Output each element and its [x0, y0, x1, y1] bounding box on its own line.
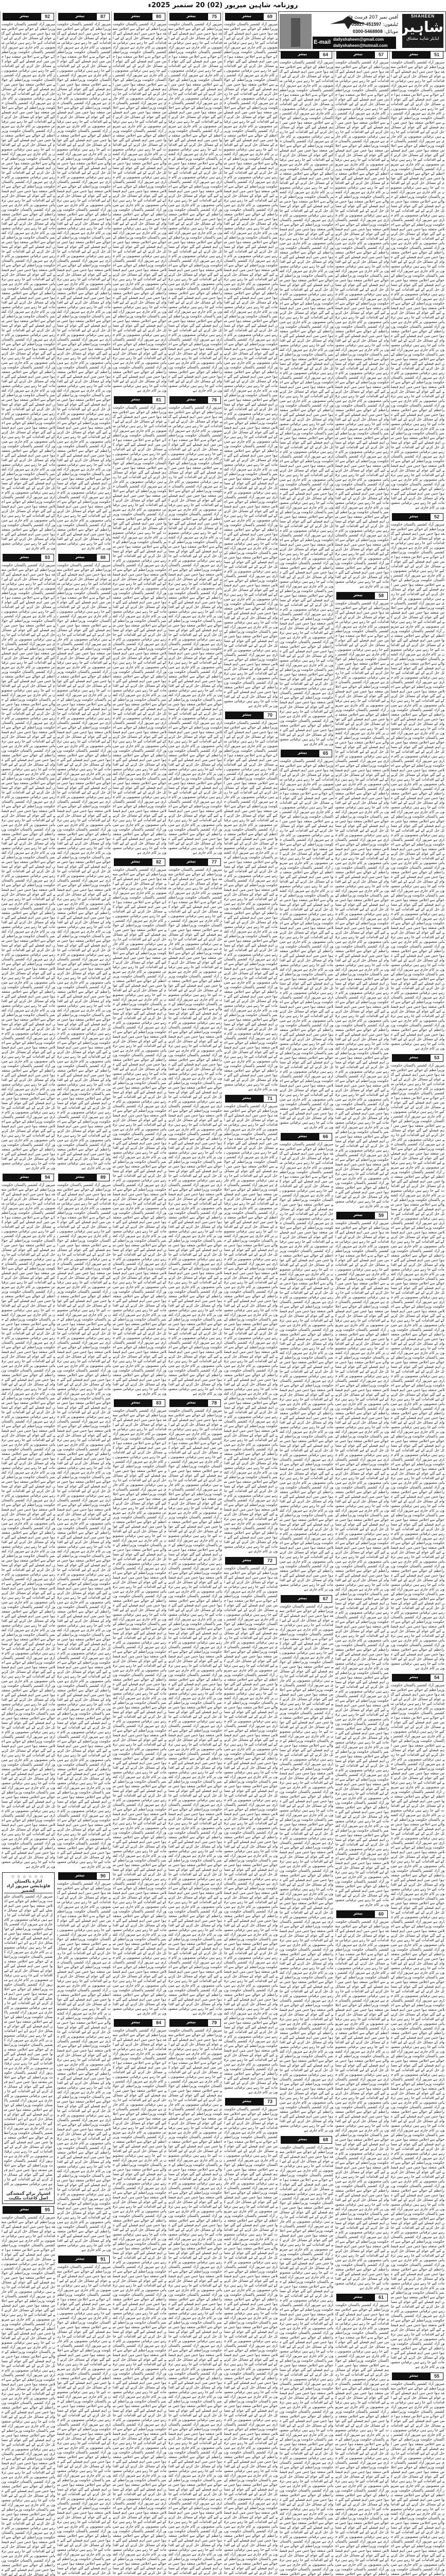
news-story — [280, 1133, 333, 1592]
story-number: 94 — [41, 1174, 54, 1181]
mobile-number: 0300-5468808 — [352, 29, 383, 34]
story-number-tag — [392, 1674, 443, 1682]
story-text: میرپور آزاد کشمیر پاکستان حکومت وزیراعظم کے حوالے سے اجلاس منعقد ہوا جس میں اہم فیصلے کیے گئے عوام کے مسائل حل کرنے کے لیے اقدامات کیے جا رہے ہیں ترقیاتی منصوبوں پر کام جاری ہے میرپور آزاد کشمیر پاکستان حکومت وزیراعظم کے حوالے سے اجلاس منعقد ہوا جس میں اہم فیصلے کیے گئے عوام کے مسائل حل کرنے کے لیے اقدامات کیے جا رہے ہیں ترقیاتی منصوبوں پر کام جاری ہے میرپور آزاد کشمیر پاکستان حکومت وزیراعظم کے حوالے سے اجلاس منعقد ہوا جس میں اہم فیصلے کیے گئے عوام کے مسائل حل کرنے کے لیے اقدامات کیے جا رہے ہیں ترقیاتی منصوبوں پر کام جاری ہے میرپور آزاد کشمیر پاکستان حکومت وزیراعظم کے حوالے سے اجلاس منعقد ہوا جس میں اہم فیصلے کیے گئے عوام کے مسائل حل کرنے کے لیے اقدامات کیے جا رہے ہیں ترقیاتی منصوبوں پر کام جاری ہے میرپور آزاد کشمیر پاکستان حکومت وزیراعظم کے حوالے سے اجلاس منعقد ہوا جس میں اہم فیصلے کیے گئے عوام کے مسائل حل کرنے کے لیے اقدامات کیے جا رہے ہیں ترقیاتی منصوبوں پر کام جاری ہے میرپور آزاد کشمیر پاکستان حکومت وزیراعظم کے حوالے سے اجلاس منعقد ہوا جس میں اہم فیصلے کیے گئے عوام کے مسائل حل کرنے کے لیے اقدامات کیے جا رہے ہیں ترقیاتی منصوبوں پر کام جاری ہے میرپور آزاد کشمیر پاکستان حکومت وزیراعظم کے حوالے سے اجلاس منعقد ہوا جس میں اہم فیصلے کیے گئے عوام کے مسائل حل کرنے کے لیے اقدامات کیے جا رہے ہیں ترقیاتی منصوبوں پر کام جاری ہے میرپور آزاد کشمیر پاکستان حکومت وزیراعظم کے حوالے سے اجلاس منعقد ہوا جس میں اہم فیصلے کیے گئے عوام کے مسائل حل کرنے کے لیے اقدامات کیے جا رہے ہیں ترقیاتی منصوبوں پر کام جاری ہے میرپور آزاد کشمیر پاکستان حکومت وزیراعظم کے حوالے سے اجلاس منعقد ہوا جس میں اہم فیصلے کیے گئے عوام کے مسائل حل کرنے کے لیے اقدامات کیے جا رہے ہیں ترقیاتی منصوبوں پر کام جاری ہے میرپور آزاد کشمیر پاکستان حکومت وزیراعظم کے حوالے سے اجلاس منعقد ہوا جس میں اہم فیصلے کیے گئے عوام کے مسائل حل کرنے کے لیے اقدامات کیے جا رہے ہیں ترقیاتی منصوبوں پر کام جاری ہے میرپور آزاد کشمیر پاکستان حکومت وزیراعظم کے حوالے سے اجلاس منعقد ہوا جس میں اہم فیصلے کیے گئے عوام کے مسائل حل کرنے کے لیے اقدامات کیے جا رہے ہیں ترقیاتی منصوبوں پر کام جاری ہے میرپور آزاد کشمیر پاکستان حکومت وزیراعظم کے حوالے سے اجلاس منعقد ہوا جس میں اہم فیصلے کیے گئے عوام کے مسائل حل کرنے کے لیے اقدامات کیے جا رہے ہیں ترقیاتی منصوبوں پر کام جاری ہے میرپور آزاد کشمیر پاکستان حکومت وزیراعظم کے حوالے سے اجلاس منعقد ہوا جس میں اہم فیصلے کیے گئے عوام کے مسائل حل کرنے کے لیے اقدامات کیے جا رہے ہیں ترقیاتی منصوبوں پر کام جاری ہے میرپور آزاد کشمیر پاکستان حکومت وزیراعظم کے حوالے سے اجلاس منعقد ہوا جس میں اہم فیصلے کیے گئے عوام کے مسائل حل کرنے کے لیے اقدامات کیے جا رہے ہیں ترقیاتی منصوبوں پر کام جاری ہے — [57, 1882, 111, 2252]
news-story — [224, 1557, 278, 2095]
news-story — [168, 858, 222, 1396]
story-number-tag — [114, 2019, 165, 2027]
story-number-tag — [169, 396, 221, 404]
story-text: میرپور آزاد کشمیر پاکستان حکومت وزیراعظم کے حوالے سے اجلاس منعقد ہوا جس میں اہم فیصلے کیے گئے عوام کے مسائل حل کرنے کے لیے اقدامات کیے جا رہے ہیں ترقیاتی منصوبوں پر کام جاری ہے میرپور آزاد کشمیر پاکستان حکومت وزیراعظم کے حوالے سے اجلاس منعقد ہوا جس میں اہم فیصلے کیے گئے عوام کے مسائل حل کرنے کے لیے اقدامات کیے جا رہے ہیں ترقیاتی منصوبوں پر کام جاری ہے میرپور آزاد کشمیر پاکستان حکومت وزیراعظم کے حوالے سے اجلاس منعقد ہوا جس میں اہم فیصلے کیے گئے عوام کے مسائل حل کرنے کے لیے اقدامات کیے جا رہے ہیں ترقیاتی منصوبوں پر کام جاری ہے میرپور آزاد کشمیر پاکستان حکومت وزیراعظم کے حوالے سے اجلاس منعقد ہوا جس میں اہم فیصلے کیے گئے عوام کے مسائل حل کرنے کے لیے اقدامات کیے جا رہے ہیں ترقیاتی منصوبوں پر کام جاری ہے میرپور آزاد کشمیر پاکستان حکومت وزیراعظم کے حوالے سے اجلاس منعقد ہوا جس میں اہم فیصلے کیے گئے عوام کے مسائل حل کرنے کے لیے اقدامات کیے جا رہے ہیں ترقیاتی منصوبوں پر کام جاری ہے میرپور آزاد کشمیر پاکستان حکومت وزیراعظم کے حوالے سے اجلاس منعقد ہوا جس میں اہم فیصلے کیے گئے عوام کے مسائل حل کرنے کے لیے اقدامات کیے جا رہے ہیں ترقیاتی منصوبوں پر کام جاری ہے میرپور آزاد کشمیر پاکستان حکومت وزیراعظم کے حوالے سے اجلاس منعقد ہوا جس میں اہم فیصلے کیے گئے عوام کے مسائل حل کرنے کے لیے اقدامات کیے جا رہے ہیں ترقیاتی منصوبوں پر کام جاری ہے میرپور آزاد کشمیر پاکستان حکومت وزیراعظم کے حوالے سے اجلاس منعقد ہوا جس میں اہم فیصلے کیے گئے عوام کے مسائل حل کرنے کے لیے اقدامات کیے جا رہے ہیں ترقیاتی منصوبوں پر کام جاری ہے میرپور آزاد کشمیر پاکستان حکومت وزیراعظم کے حوالے سے اجلاس منعقد ہوا جس میں اہم فیصلے کیے گئے عوام کے مسائل حل کرنے کے لیے اقدامات کیے جا رہے ہیں ترقیاتی منصوبوں پر کام جاری ہے میرپور آزاد کشمیر پاکستان حکومت وزیراعظم کے حوالے سے اجلاس منعقد ہوا جس میں اہم فیصلے کیے گئے عوام کے مسائل حل کرنے کے لیے اقدامات کیے جا رہے ہیں ترقیاتی منصوبوں پر کام جاری ہے میرپور آزاد کشمیر پاکستان حکومت وزیراعظم کے حوالے سے اجلاس منعقد ہوا جس میں اہم فیصلے کیے گئے عوام کے مسائل حل کرنے کے لیے اقدامات کیے جا رہے ہیں ترقیاتی منصوبوں پر کام جاری ہے میرپور آزاد کشمیر پاکستان حکومت وزیراعظم کے حوالے سے اجلاس منعقد ہوا جس میں اہم فیصلے کیے گئے عوام کے مسائل حل کرنے کے لیے اقدامات کیے جا رہے ہیں ترقیاتی منصوبوں پر کام جاری ہے میرپور آزاد کشمیر پاکستان حکومت وزیراعظم کے حوالے سے اجلاس منعقد ہوا جس میں اہم فیصلے کیے گئے عوام کے مسائل حل کرنے کے لیے اقدامات کیے جا رہے ہیں ترقیاتی منصوبوں پر کام جاری ہے میرپور آزاد کشمیر پاکستان حکومت وزیراعظم کے حوالے سے اجلاس منعقد ہوا جس میں اہم فیصلے کیے گئے عوام کے مسائل حل کرنے کے لیے اقدامات کیے جا رہے ہیں ترقیاتی منصوبوں پر کام جاری ہے میرپور آزاد کشمیر پاکستان حکومت وزیراعظم کے حوالے سے اجلاس منعقد ہوا جس میں اہم فیصلے کیے گئے عوام کے مسائل حل کرنے کے لیے اقدامات کیے جا رہے ہیں ترقیاتی منصوبوں پر کام جاری ہے میرپور آزاد کشمیر پاکستان حکومت وزیراعظم کے حوالے سے اجلاس منعقد ہوا جس میں اہم فیصلے کیے گئے عوام کے مسائل حل کرنے کے لیے اقدامات کیے جا رہے ہیں ترقیاتی منصوبوں پر کام جاری ہے میرپور آزاد کشمیر پاکستان حکومت وزیراعظم کے حوالے سے اجلاس منعقد ہوا جس میں اہم فیصلے کیے گئے عوام کے مسائل حل کرنے کے لیے اقدامات کیے جا رہے ہیں ترقیاتی منصوبوں پر کام جاری ہے میرپور آزاد کشمیر پاکستان حکومت وزیراعظم کے حوالے سے اجلاس منعقد ہوا جس میں اہم فیصلے کیے گئے عوام کے مسائل حل کرنے کے لیے اقدامات کیے جا رہے ہیں ترقیاتی منصوبوں پر کام جاری ہے میرپور آزاد کشمیر پاکستان حکومت وزیراعظم کے حوالے سے اجلاس منعقد ہوا جس میں اہم فیصلے کیے گئے عوام کے مسائل حل کرنے کے لیے اقدامات کیے جا رہے ہیں ترقیاتی منصوبوں پر کام جاری ہے میرپور آزاد کشمیر پاکستان حکومت وزیراعظم کے حوالے سے اجلاس منعقد ہوا جس میں اہم فیصلے کیے گئے عوام کے مسائل حل کرنے کے لیے اقدامات کیے جا رہے ہیں ترقیاتی منصوبوں پر کام جاری ہے میرپور آزاد کشمیر پاکستان حکومت وزیراعظم کے حوالے سے اجلاس منعقد ہوا جس میں اہم فیصلے کیے گئے عوام کے مسائل حل کرنے کے لیے اقدامات کیے جا رہے ہیں ترقیاتی منصوبوں پر کام جاری ہے میرپور آزاد کشمیر پاکستان حکومت وزیراعظم کے حوالے سے اجلاس منعقد ہوا جس میں اہم فیصلے کیے گئے عوام کے مسائل حل کرنے کے لیے اقدامات کیے جا رہے ہیں ترقیاتی منصوبوں پر کام جاری ہے میرپور آزاد کشمیر پاکستان حکومت وزیراعظم کے حوالے سے اجلاس منعقد ہوا جس میں اہم فیصلے کیے گئے عوام کے مسائل حل کرنے کے لیے اقدامات کیے جا رہے ہیں ترقیاتی منصوبوں پر کام جاری ہے — [57, 563, 111, 1170]
story-number: 93 — [41, 554, 54, 562]
story-number-tag — [58, 554, 110, 562]
email-2[interactable]: dailyshaheen@hotmail.com — [333, 43, 388, 48]
story-text: میرپور آزاد کشمیر پاکستان حکومت وزیراعظم کے حوالے سے اجلاس منعقد ہوا جس میں اہم فیصلے کیے گئے عوام کے مسائل حل کرنے کے لیے اقدامات کیے جا رہے ہیں ترقیاتی منصوبوں پر کام جاری ہے میرپور آزاد کشمیر پاکستان حکومت وزیراعظم کے حوالے سے اجلاس منعقد ہوا جس میں اہم فیصلے کیے گئے عوام کے مسائل حل کرنے کے لیے اقدامات کیے جا رہے ہیں ترقیاتی منصوبوں پر کام جاری ہے میرپور آزاد کشمیر پاکستان حکومت وزیراعظم کے حوالے سے اجلاس منعقد ہوا جس میں اہم فیصلے کیے گئے عوام کے مسائل حل کرنے کے لیے اقدامات کیے جا رہے ہیں ترقیاتی منصوبوں پر کام جاری ہے میرپور آزاد کشمیر پاکستان حکومت وزیراعظم کے حوالے سے اجلاس منعقد ہوا جس میں اہم فیصلے کیے گئے عوام کے مسائل حل کرنے کے لیے اقدامات کیے جا رہے ہیں ترقیاتی منصوبوں پر کام جاری ہے میرپور آزاد کشمیر پاکستان حکومت وزیراعظم کے حوالے سے اجلاس منعقد ہوا جس میں اہم فیصلے کیے گئے عوام کے مسائل حل کرنے کے لیے اقدامات کیے جا رہے ہیں ترقیاتی منصوبوں پر کام جاری ہے میرپور آزاد کشمیر پاکستان حکومت وزیراعظم کے حوالے سے اجلاس منعقد ہوا جس میں اہم فیصلے کیے گئے عوام کے مسائل حل کرنے کے لیے اقدامات کیے جا رہے ہیں ترقیاتی منصوبوں پر کام جاری ہے میرپور آزاد کشمیر پاکستان حکومت وزیراعظم کے حوالے سے اجلاس منعقد ہوا جس میں اہم فیصلے کیے گئے عوام کے مسائل حل کرنے کے لیے اقدامات کیے جا رہے ہیں ترقیاتی منصوبوں پر کام جاری ہے میرپور آزاد کشمیر پاکستان حکومت وزیراعظم کے حوالے سے اجلاس منعقد ہوا جس میں اہم فیصلے کیے گئے عوام کے مسائل حل کرنے کے لیے اقدامات کیے جا رہے ہیں ترقیاتی منصوبوں پر کام جاری ہے میرپور آزاد کشمیر پاکستان حکومت وزیراعظم کے حوالے سے اجلاس منعقد ہوا جس میں اہم فیصلے کیے گئے عوام کے مسائل حل کرنے کے لیے اقدامات کیے جا رہے ہیں ترقیاتی منصوبوں پر کام جاری ہے میرپور آزاد کشمیر پاکستان حکومت وزیراعظم کے حوالے سے اجلاس منعقد ہوا جس میں اہم فیصلے کیے گئے عوام کے مسائل حل کرنے کے لیے اقدامات کیے جا رہے ہیں ترقیاتی منصوبوں پر کام جاری ہے میرپور آزاد کشمیر پاکستان حکومت وزیراعظم کے حوالے سے اجلاس منعقد ہوا جس میں اہم فیصلے کیے گئے عوام کے مسائل حل کرنے کے لیے اقدامات کیے جا رہے ہیں ترقیاتی منصوبوں پر کام جاری ہے میرپور آزاد کشمیر پاکستان حکومت وزیراعظم کے حوالے سے اجلاس منعقد ہوا جس میں اہم فیصلے کیے گئے عوام کے مسائل حل کرنے کے لیے اقدامات کیے جا رہے ہیں ترقیاتی منصوبوں پر کام جاری ہے میرپور آزاد کشمیر پاکستان حکومت وزیراعظم کے حوالے سے اجلاس منعقد ہوا جس میں اہم فیصلے کیے گئے عوام کے مسائل حل کرنے کے لیے اقدامات کیے جا رہے ہیں ترقیاتی منصوبوں پر کام جاری ہے میرپور آزاد کشمیر پاکستان حکومت وزیراعظم کے حوالے سے اجلاس منعقد ہوا جس میں اہم فیصلے کیے گئے عوام کے مسائل حل کرنے کے لیے اقدامات کیے جا رہے ہیں ترقیاتی منصوبوں پر کام جاری ہے میرپور آزاد کشمیر پاکستان حکومت وزیراعظم کے حوالے سے اجلاس منعقد ہوا جس میں اہم فیصلے کیے گئے عوام کے مسائل حل کرنے کے لیے اقدامات کیے جا رہے ہیں ترقیاتی منصوبوں پر کام جاری ہے میرپور آزاد کشمیر پاکستان حکومت وزیراعظم کے حوالے سے اجلاس منعقد ہوا جس میں اہم فیصلے کیے گئے عوام کے مسائل حل کرنے کے لیے اقدامات کیے جا رہے ہیں ترقیاتی منصوبوں پر کام جاری ہے میرپور آزاد کشمیر پاکستان حکومت وزیراعظم کے حوالے سے اجلاس منعقد ہوا جس میں اہم فیصلے کیے گئے عوام کے مسائل حل کرنے کے لیے اقدامات کیے جا رہے ہیں ترقیاتی منصوبوں پر کام جاری ہے میرپور آزاد کشمیر پاکستان حکومت وزیراعظم کے حوالے سے اجلاس منعقد ہوا جس میں اہم فیصلے کیے گئے عوام کے مسائل حل کرنے کے لیے اقدامات کیے جا رہے ہیں ترقیاتی منصوبوں پر کام جاری ہے میرپور آزاد کشمیر پاکستان حکومت وزیراعظم کے حوالے سے اجلاس منعقد ہوا جس میں اہم فیصلے کیے گئے عوام کے مسائل حل کرنے کے لیے اقدامات کیے جا رہے ہیں ترقیاتی منصوبوں پر کام جاری ہے میرپور آزاد کشمیر پاکستان حکومت وزیراعظم کے حوالے سے اجلاس منعقد ہوا جس میں اہم فیصلے کیے گئے عوام کے مسائل حل کرنے کے لیے اقدامات کیے جا رہے ہیں ترقیاتی منصوبوں پر کام جاری ہے میرپور آزاد کشمیر پاکستان حکومت وزیراعظم کے حوالے سے اجلاس منعقد ہوا جس میں اہم فیصلے کیے گئے عوام کے مسائل حل کرنے کے لیے اقدامات کیے جا رہے ہیں ترقیاتی منصوبوں پر کام جاری ہے میرپور آزاد کشمیر پاکستان حکومت وزیراعظم کے حوالے سے اجلاس منعقد ہوا جس میں اہم فیصلے کیے گئے عوام کے مسائل حل کرنے کے لیے اقدامات کیے جا رہے ہیں ترقیاتی منصوبوں پر کام جاری ہے میرپور آزاد کشمیر پاکستان حکومت وزیراعظم کے حوالے سے اجلاس منعقد ہوا جس میں اہم فیصلے کیے گئے عوام کے مسائل حل کرنے کے لیے اقدامات کیے جا رہے ہیں ترقیاتی منصوبوں پر کام جاری ہے میرپور آزاد کشمیر پاکستان حکومت وزیراعظم کے حوالے سے اجلاس منعقد ہوا جس میں اہم فیصلے کیے گئے عوام کے مسائل حل کرنے کے لیے اقدامات کیے جا رہے ہیں ترقیاتی منصوبوں پر کام جاری ہے میرپور آزاد کشمیر پاکستان حکومت وزیراعظم کے حوالے سے اجلاس منعقد ہوا جس میں اہم فیصلے کیے گئے عوام کے مسائل حل کرنے کے لیے اقدامات کیے جا رہے ہیں ترقیاتی منصوبوں پر کام جاری ہے میرپور آزاد کشمیر پاکستان حکومت وزیراعظم کے حوالے سے اجلاس منعقد ہوا جس میں اہم فیصلے کیے گئے عوام کے مسائل حل کرنے کے لیے اقدامات کیے جا رہے ہیں ترقیاتی منصوبوں پر کام جاری ہے — [57, 1183, 111, 1869]
brand-logo — [396, 14, 443, 48]
news-story — [391, 1674, 444, 2369]
news-story — [113, 396, 166, 855]
story-text: میرپور آزاد کشمیر پاکستان حکومت وزیراعظم کے حوالے سے اجلاس منعقد ہوا جس میں اہم فیصلے کیے گئے عوام کے مسائل حل کرنے کے لیے اقدامات کیے جا رہے ہیں ترقیاتی منصوبوں پر کام جاری ہے میرپور آزاد کشمیر پاکستان حکومت وزیراعظم کے حوالے سے اجلاس منعقد ہوا جس میں اہم فیصلے کیے گئے عوام کے مسائل حل کرنے کے لیے اقدامات کیے جا رہے ہیں ترقیاتی منصوبوں پر کام جاری ہے میرپور آزاد کشمیر پاکستان حکومت وزیراعظم کے حوالے سے اجلاس منعقد ہوا جس میں اہم فیصلے کیے گئے عوام کے مسائل حل کرنے کے لیے اقدامات کیے جا رہے ہیں ترقیاتی منصوبوں پر کام جاری ہے میرپور آزاد کشمیر پاکستان حکومت وزیراعظم کے حوالے سے اجلاس منعقد ہوا جس میں اہم فیصلے کیے گئے عوام کے مسائل حل کرنے کے لیے اقدامات کیے جا رہے ہیں ترقیاتی منصوبوں پر کام جاری ہے میرپور آزاد کشمیر پاکستان حکومت وزیراعظم کے حوالے سے اجلاس منعقد ہوا جس میں اہم فیصلے کیے گئے عوام کے مسائل حل کرنے کے لیے اقدامات کیے جا رہے ہیں ترقیاتی منصوبوں پر کام جاری ہے میرپور آزاد کشمیر پاکستان حکومت وزیراعظم کے حوالے سے اجلاس منعقد ہوا جس میں اہم فیصلے کیے گئے عوام کے مسائل حل کرنے کے لیے اقدامات کیے جا رہے ہیں ترقیاتی منصوبوں پر کام جاری ہے میرپور آزاد کشمیر پاکستان حکومت وزیراعظم کے حوالے سے اجلاس منعقد ہوا جس میں اہم فیصلے کیے گئے عوام کے مسائل حل کرنے کے لیے اقدامات کیے جا رہے ہیں ترقیاتی منصوبوں پر کام جاری ہے میرپور آزاد کشمیر پاکستان حکومت وزیراعظم کے حوالے سے اجلاس منعقد ہوا جس میں اہم فیصلے کیے گئے عوام کے مسائل حل کرنے کے لیے اقدامات کیے جا رہے ہیں ترقیاتی منصوبوں پر کام جاری ہے میرپور آزاد کشمیر پاکستان حکومت وزیراعظم کے حوالے سے اجلاس منعقد ہوا جس میں اہم فیصلے کیے گئے عوام کے مسائل حل کرنے کے لیے اقدامات کیے جا رہے ہیں ترقیاتی منصوبوں پر کام جاری ہے میرپور آزاد کشمیر پاکستان حکومت وزیراعظم کے حوالے سے اجلاس منعقد ہوا جس میں اہم فیصلے کیے گئے عوام کے مسائل حل کرنے کے لیے اقدامات کیے جا رہے ہیں ترقیاتی منصوبوں پر کام جاری ہے میرپور آزاد کشمیر پاکستان حکومت وزیراعظم کے حوالے سے اجلاس منعقد ہوا جس میں اہم فیصلے کیے گئے عوام کے مسائل حل کرنے کے لیے اقدامات کیے جا رہے ہیں ترقیاتی منصوبوں پر کام جاری ہے میرپور آزاد کشمیر پاکستان حکومت وزیراعظم کے حوالے سے اجلاس منعقد ہوا جس میں اہم فیصلے کیے گئے عوام کے مسائل حل کرنے کے لیے اقدامات کیے جا رہے ہیں ترقیاتی منصوبوں پر کام جاری ہے میرپور آزاد کشمیر پاکستان حکومت وزیراعظم کے حوالے سے اجلاس منعقد ہوا جس میں اہم فیصلے کیے گئے عوام کے مسائل حل کرنے کے لیے اقدامات کیے جا رہے ہیں ترقیاتی منصوبوں پر کام جاری ہے میرپور آزاد کشمیر پاکستان حکومت وزیراعظم کے حوالے سے اجلاس منعقد ہوا جس میں اہم فیصلے کیے گئے عوام کے مسائل حل کرنے کے لیے اقدامات کیے جا رہے ہیں ترقیاتی منصوبوں پر کام جاری ہے — [335, 1920, 389, 2290]
story-text: میرپور آزاد کشمیر پاکستان حکومت وزیراعظم کے حوالے سے اجلاس منعقد ہوا جس میں اہم فیصلے کیے گئے عوام کے مسائل حل کرنے کے لیے اقدامات کیے جا رہے ہیں ترقیاتی منصوبوں پر کام جاری ہے میرپور آزاد کشمیر پاکستان حکومت وزیراعظم کے حوالے سے اجلاس منعقد ہوا جس میں اہم فیصلے کیے گئے عوام کے مسائل حل کرنے کے لیے اقدامات کیے جا رہے ہیں ترقیاتی منصوبوں پر کام جاری ہے میرپور آزاد کشمیر پاکستان حکومت وزیراعظم کے حوالے سے اجلاس منعقد ہوا جس میں اہم فیصلے کیے گئے عوام کے مسائل حل کرنے کے لیے اقدامات کیے جا رہے ہیں ترقیاتی منصوبوں پر کام جاری ہے میرپور آزاد کشمیر پاکستان حکومت وزیراعظم کے حوالے سے اجلاس منعقد ہوا جس میں اہم فیصلے کیے گئے عوام کے مسائل حل کرنے کے لیے اقدامات کیے جا رہے ہیں ترقیاتی منصوبوں پر کام جاری ہے میرپور آزاد کشمیر پاکستان حکومت وزیراعظم کے حوالے سے اجلاس منعقد ہوا جس میں اہم فیصلے کیے گئے عوام کے مسائل حل کرنے کے لیے اقدامات کیے جا رہے ہیں ترقیاتی منصوبوں پر کام جاری ہے میرپور آزاد کشمیر پاکستان حکومت وزیراعظم کے حوالے سے اجلاس منعقد ہوا جس میں اہم فیصلے کیے گئے عوام کے مسائل حل کرنے کے لیے اقدامات کیے جا رہے ہیں ترقیاتی منصوبوں پر کام جاری ہے میرپور آزاد کشمیر پاکستان حکومت وزیراعظم کے حوالے سے اجلاس منعقد ہوا جس میں اہم فیصلے کیے گئے عوام کے مسائل حل کرنے کے لیے اقدامات کیے جا رہے ہیں ترقیاتی منصوبوں پر کام جاری ہے میرپور آزاد کشمیر پاکستان حکومت وزیراعظم کے حوالے سے اجلاس منعقد ہوا جس میں اہم فیصلے کیے گئے عوام کے مسائل حل کرنے کے لیے اقدامات کیے جا رہے ہیں ترقیاتی منصوبوں پر کام جاری ہے میرپور آزاد کشمیر پاکستان حکومت وزیراعظم کے حوالے سے اجلاس منعقد ہوا جس میں اہم فیصلے کیے گئے عوام کے مسائل حل کرنے کے لیے اقدامات کیے جا رہے ہیں ترقیاتی منصوبوں پر کام جاری ہے میرپور آزاد کشمیر پاکستان حکومت وزیراعظم کے حوالے سے اجلاس منعقد ہوا جس میں اہم فیصلے کیے گئے عوام کے مسائل حل کرنے کے لیے اقدامات کیے جا رہے ہیں ترقیاتی منصوبوں پر کام جاری ہے میرپور آزاد کشمیر پاکستان حکومت وزیراعظم کے حوالے سے اجلاس منعقد ہوا جس میں اہم فیصلے کیے گئے عوام کے مسائل حل کرنے کے لیے اقدامات کیے جا رہے ہیں ترقیاتی منصوبوں پر کام جاری ہے میرپور آزاد کشمیر پاکستان حکومت وزیراعظم کے حوالے سے اجلاس منعقد ہوا جس میں اہم فیصلے کیے گئے عوام کے مسائل حل کرنے کے لیے اقدامات کیے جا رہے ہیں ترقیاتی منصوبوں پر کام جاری ہے میرپور آزاد کشمیر پاکستان حکومت وزیراعظم کے حوالے سے اجلاس منعقد ہوا جس میں اہم فیصلے کیے گئے عوام کے مسائل حل کرنے کے لیے اقدامات کیے جا رہے ہیں ترقیاتی منصوبوں پر کام جاری ہے میرپور آزاد کشمیر پاکستان حکومت وزیراعظم کے حوالے سے اجلاس منعقد ہوا جس میں اہم فیصلے کیے گئے عوام کے مسائل حل کرنے کے لیے اقدامات کیے جا رہے ہیں ترقیاتی منصوبوں پر کام جاری ہے میرپور آزاد کشمیر پاکستان حکومت وزیراعظم کے حوالے سے اجلاس منعقد ہوا جس میں اہم فیصلے کیے گئے عوام کے مسائل حل کرنے کے لیے اقدامات کیے جا رہے ہیں ترقیاتی منصوبوں پر کام جاری ہے میرپور آزاد کشمیر پاکستان حکومت وزیراعظم کے حوالے سے اجلاس منعقد ہوا جس میں اہم فیصلے کیے گئے عوام کے مسائل حل کرنے کے لیے اقدامات کیے جا رہے ہیں ترقیاتی منصوبوں پر کام جاری ہے میرپور آزاد کشمیر پاکستان حکومت وزیراعظم کے حوالے سے اجلاس منعقد ہوا جس میں اہم فیصلے کیے گئے عوام کے مسائل حل کرنے کے لیے اقدامات کیے جا رہے ہیں ترقیاتی منصوبوں پر کام جاری ہے میرپور آزاد کشمیر پاکستان حکومت وزیراعظم کے حوالے سے اجلاس منعقد ہوا جس میں اہم فیصلے کیے گئے عوام کے مسائل حل کرنے کے لیے اقدامات کیے جا رہے ہیں ترقیاتی منصوبوں پر کام جاری ہے میرپور آزاد کشمیر پاکستان حکومت وزیراعظم کے حوالے سے اجلاس منعقد ہوا جس میں اہم فیصلے کیے گئے عوام کے مسائل حل کرنے کے لیے اقدامات کیے جا رہے ہیں ترقیاتی منصوبوں پر کام جاری ہے میرپور آزاد کشمیر پاکستان حکومت وزیراعظم کے حوالے سے اجلاس منعقد ہوا جس میں اہم فیصلے کیے گئے عوام کے مسائل حل کرنے کے لیے اقدامات کیے جا رہے ہیں ترقیاتی منصوبوں پر کام جاری ہے میرپور آزاد کشمیر پاکستان حکومت وزیراعظم کے حوالے سے اجلاس منعقد ہوا جس میں اہم فیصلے کیے گئے عوام کے مسائل حل کرنے کے لیے اقدامات کیے جا رہے ہیں ترقیاتی منصوبوں پر کام جاری ہے میرپور آزاد کشمیر پاکستان حکومت وزیراعظم کے حوالے سے اجلاس منعقد ہوا جس میں اہم فیصلے کیے گئے عوام کے مسائل حل کرنے کے لیے اقدامات کیے جا رہے ہیں ترقیاتی منصوبوں پر کام جاری ہے میرپور آزاد کشمیر پاکستان حکومت وزیراعظم کے حوالے سے اجلاس منعقد ہوا جس میں اہم فیصلے کیے گئے عوام کے مسائل حل کرنے کے لیے اقدامات کیے جا رہے ہیں ترقیاتی منصوبوں پر کام جاری ہے — [2, 563, 55, 1170]
story-text: میرپور آزاد کشمیر پاکستان حکومت وزیراعظم کے حوالے سے اجلاس منعقد ہوا جس میں اہم فیصلے کیے گئے عوام کے مسائل حل کرنے کے لیے اقدامات کیے جا رہے ہیں ترقیاتی منصوبوں پر کام جاری ہے میرپور آزاد کشمیر پاکستان حکومت وزیراعظم کے حوالے سے اجلاس منعقد ہوا جس میں اہم فیصلے کیے گئے عوام کے مسائل حل کرنے کے لیے اقدامات کیے جا رہے ہیں ترقیاتی منصوبوں پر کام جاری ہے میرپور آزاد کشمیر پاکستان حکومت وزیراعظم کے حوالے سے اجلاس منعقد ہوا جس میں اہم فیصلے کیے گئے عوام کے مسائل حل کرنے کے لیے اقدامات کیے جا رہے ہیں ترقیاتی منصوبوں پر کام جاری ہے میرپور آزاد کشمیر پاکستان حکومت وزیراعظم کے حوالے سے اجلاس منعقد ہوا جس میں اہم فیصلے کیے گئے عوام کے مسائل حل کرنے کے لیے اقدامات کیے جا رہے ہیں ترقیاتی منصوبوں پر کام جاری ہے میرپور آزاد کشمیر پاکستان حکومت وزیراعظم کے حوالے سے اجلاس منعقد ہوا جس میں اہم فیصلے کیے گئے عوام کے مسائل حل کرنے کے لیے اقدامات کیے جا رہے ہیں ترقیاتی منصوبوں پر کام جاری ہے میرپور آزاد کشمیر پاکستان حکومت وزیراعظم کے حوالے سے اجلاس منعقد ہوا جس میں اہم فیصلے کیے گئے عوام کے مسائل حل کرنے کے لیے اقدامات کیے جا رہے ہیں ترقیاتی منصوبوں پر کام جاری ہے میرپور آزاد کشمیر پاکستان حکومت وزیراعظم کے حوالے سے اجلاس منعقد ہوا جس میں اہم فیصلے کیے گئے عوام کے مسائل حل کرنے کے لیے اقدامات کیے جا رہے ہیں ترقیاتی منصوبوں پر کام جاری ہے میرپور آزاد کشمیر پاکستان حکومت وزیراعظم کے حوالے سے اجلاس منعقد ہوا جس میں اہم فیصلے کیے گئے عوام کے مسائل حل کرنے کے لیے اقدامات کیے جا رہے ہیں ترقیاتی منصوبوں پر کام جاری ہے میرپور آزاد کشمیر پاکستان حکومت وزیراعظم کے حوالے سے اجلاس منعقد ہوا جس میں اہم فیصلے کیے گئے عوام کے مسائل حل کرنے کے لیے اقدامات کیے جا رہے ہیں ترقیاتی منصوبوں پر کام جاری ہے میرپور آزاد کشمیر پاکستان حکومت وزیراعظم کے حوالے سے اجلاس منعقد ہوا جس میں اہم فیصلے کیے گئے عوام کے مسائل حل کرنے کے لیے اقدامات کیے جا رہے ہیں ترقیاتی منصوبوں پر کام جاری ہے میرپور آزاد کشمیر پاکستان حکومت وزیراعظم کے حوالے سے اجلاس منعقد ہوا جس میں اہم فیصلے کیے گئے عوام کے مسائل حل کرنے کے لیے اقدامات کیے جا رہے ہیں ترقیاتی منصوبوں پر کام جاری ہے میرپور آزاد کشمیر پاکستان حکومت وزیراعظم کے حوالے سے اجلاس منعقد ہوا جس میں اہم فیصلے کیے گئے عوام کے مسائل حل کرنے کے لیے اقدامات کیے جا رہے ہیں ترقیاتی منصوبوں پر کام جاری ہے میرپور آزاد کشمیر پاکستان حکومت وزیراعظم کے حوالے سے اجلاس منعقد ہوا جس میں اہم فیصلے کیے گئے عوام کے مسائل حل کرنے کے لیے اقدامات کیے جا رہے ہیں ترقیاتی منصوبوں پر کام جاری ہے میرپور آزاد کشمیر پاکستان حکومت وزیراعظم کے حوالے سے اجلاس منعقد ہوا جس میں اہم فیصلے کیے گئے عوام کے مسائل حل کرنے کے لیے اقدامات کیے جا رہے ہیں ترقیاتی منصوبوں پر کام جاری ہے میرپور آزاد کشمیر پاکستان حکومت وزیراعظم کے حوالے سے اجلاس منعقد ہوا جس میں اہم فیصلے کیے گئے عوام کے مسائل حل کرنے کے لیے اقدامات کیے جا رہے ہیں ترقیاتی منصوبوں پر کام جاری ہے میرپور آزاد کشمیر پاکستان حکومت وزیراعظم کے حوالے سے اجلاس منعقد ہوا جس میں اہم فیصلے کیے گئے عوام کے مسائل حل کرنے کے لیے اقدامات کیے جا رہے ہیں ترقیاتی منصوبوں پر کام جاری ہے میرپور آزاد کشمیر پاکستان حکومت وزیراعظم کے حوالے سے اجلاس منعقد ہوا جس میں اہم فیصلے کیے گئے عوام کے مسائل حل کرنے کے لیے اقدامات کیے جا رہے ہیں ترقیاتی منصوبوں پر کام جاری ہے میرپور آزاد کشمیر پاکستان حکومت وزیراعظم کے حوالے سے اجلاس منعقد ہوا جس میں اہم فیصلے کیے گئے عوام کے مسائل حل کرنے کے لیے اقدامات کیے جا رہے ہیں ترقیاتی منصوبوں پر کام جاری ہے میرپور آزاد کشمیر پاکستان حکومت وزیراعظم کے حوالے سے اجلاس منعقد ہوا جس میں اہم فیصلے کیے گئے عوام کے مسائل حل کرنے کے لیے اقدامات کیے جا رہے ہیں ترقیاتی منصوبوں پر کام جاری ہے میرپور آزاد کشمیر پاکستان حکومت وزیراعظم کے حوالے سے اجلاس منعقد ہوا جس میں اہم فیصلے کیے گئے عوام کے مسائل حل کرنے کے لیے اقدامات کیے جا رہے ہیں ترقیاتی منصوبوں پر کام جاری ہے — [57, 22, 111, 550]
story-number: 81 — [152, 396, 165, 404]
story-number-tag — [169, 1399, 221, 1407]
notice-box — [2, 1872, 55, 2204]
story-text: میرپور آزاد کشمیر پاکستان حکومت وزیراعظم کے حوالے سے اجلاس منعقد ہوا جس میں اہم فیصلے کیے گئے عوام کے مسائل حل کرنے کے لیے اقدامات کیے جا رہے ہیں ترقیاتی منصوبوں پر کام جاری ہے میرپور آزاد کشمیر پاکستان حکومت وزیراعظم کے حوالے سے اجلاس منعقد ہوا جس میں اہم فیصلے کیے گئے عوام کے مسائل حل کرنے کے لیے اقدامات کیے جا رہے ہیں ترقیاتی منصوبوں پر کام جاری ہے میرپور آزاد کشمیر پاکستان حکومت وزیراعظم کے حوالے سے اجلاس منعقد ہوا جس میں اہم فیصلے کیے گئے عوام کے مسائل حل کرنے کے لیے اقدامات کیے جا رہے ہیں ترقیاتی منصوبوں پر کام جاری ہے میرپور آزاد کشمیر پاکستان حکومت وزیراعظم کے حوالے سے اجلاس منعقد ہوا جس میں اہم فیصلے کیے گئے عوام کے مسائل حل کرنے کے لیے اقدامات کیے جا رہے ہیں ترقیاتی منصوبوں پر کام جاری ہے میرپور آزاد کشمیر پاکستان حکومت وزیراعظم کے حوالے سے اجلاس منعقد ہوا جس میں اہم فیصلے کیے گئے عوام کے مسائل حل کرنے کے لیے اقدامات کیے جا رہے ہیں ترقیاتی منصوبوں پر کام جاری ہے میرپور آزاد کشمیر پاکستان حکومت وزیراعظم کے حوالے سے اجلاس منعقد ہوا جس میں اہم فیصلے کیے گئے عوام کے مسائل حل کرنے کے لیے اقدامات کیے جا رہے ہیں ترقیاتی منصوبوں پر کام جاری ہے میرپور آزاد کشمیر پاکستان حکومت وزیراعظم کے حوالے سے اجلاس منعقد ہوا جس میں اہم فیصلے کیے گئے عوام کے مسائل حل کرنے کے لیے اقدامات کیے جا رہے ہیں ترقیاتی منصوبوں پر کام جاری ہے میرپور آزاد کشمیر پاکستان حکومت وزیراعظم کے حوالے سے اجلاس منعقد ہوا جس میں اہم فیصلے کیے گئے عوام کے مسائل حل کرنے کے لیے اقدامات کیے جا رہے ہیں ترقیاتی منصوبوں پر کام جاری ہے میرپور آزاد کشمیر پاکستان حکومت وزیراعظم کے حوالے سے اجلاس منعقد ہوا جس میں اہم فیصلے کیے گئے عوام کے مسائل حل کرنے کے لیے اقدامات کیے جا رہے ہیں ترقیاتی منصوبوں پر کام جاری ہے میرپور آزاد کشمیر پاکستان حکومت وزیراعظم کے حوالے سے اجلاس منعقد ہوا جس میں اہم فیصلے کیے گئے عوام کے مسائل حل کرنے کے لیے اقدامات کیے جا رہے ہیں ترقیاتی منصوبوں پر کام جاری ہے میرپور آزاد کشمیر پاکستان حکومت وزیراعظم کے حوالے سے اجلاس منعقد ہوا جس میں اہم فیصلے کیے گئے عوام کے مسائل حل کرنے کے لیے اقدامات کیے جا رہے ہیں ترقیاتی منصوبوں پر کام جاری ہے میرپور آزاد کشمیر پاکستان حکومت وزیراعظم کے حوالے سے اجلاس منعقد ہوا جس میں اہم فیصلے کیے گئے عوام کے مسائل حل کرنے کے لیے اقدامات کیے جا رہے ہیں ترقیاتی منصوبوں پر کام جاری ہے میرپور آزاد کشمیر پاکستان حکومت وزیراعظم کے حوالے سے اجلاس منعقد ہوا جس میں اہم فیصلے کیے گئے عوام کے مسائل حل کرنے کے لیے اقدامات کیے جا رہے ہیں ترقیاتی منصوبوں پر کام جاری ہے میرپور آزاد کشمیر پاکستان حکومت وزیراعظم کے حوالے سے اجلاس منعقد ہوا جس میں اہم فیصلے کیے گئے عوام کے مسائل حل کرنے کے لیے اقدامات کیے جا رہے ہیں ترقیاتی منصوبوں پر کام جاری ہے میرپور آزاد کشمیر پاکستان حکومت وزیراعظم کے حوالے سے اجلاس منعقد ہوا جس میں اہم فیصلے کیے گئے عوام کے مسائل حل کرنے کے لیے اقدامات کیے جا رہے ہیں ترقیاتی منصوبوں پر کام جاری ہے میرپور آزاد کشمیر پاکستان حکومت وزیراعظم کے حوالے سے اجلاس منعقد ہوا جس میں اہم فیصلے کیے گئے عوام کے مسائل حل کرنے کے لیے اقدامات کیے جا رہے ہیں ترقیاتی منصوبوں پر کام جاری ہے میرپور آزاد کشمیر پاکستان حکومت وزیراعظم کے حوالے سے اجلاس منعقد ہوا جس میں اہم فیصلے کیے گئے عوام کے مسائل حل کرنے کے لیے اقدامات کیے جا رہے ہیں ترقیاتی منصوبوں پر کام جاری ہے — [391, 60, 444, 510]
news-column — [111, 11, 167, 2575]
brand-english: SHAHEEN — [410, 14, 435, 19]
story-text: میرپور آزاد کشمیر پاکستان حکومت وزیراعظم کے حوالے سے اجلاس منعقد ہوا جس میں اہم فیصلے کیے گئے عوام کے مسائل حل کرنے کے لیے اقدامات کیے جا رہے ہیں ترقیاتی منصوبوں پر کام جاری ہے میرپور آزاد کشمیر پاکستان حکومت وزیراعظم کے حوالے سے اجلاس منعقد ہوا جس میں اہم فیصلے کیے گئے عوام کے مسائل حل کرنے کے لیے اقدامات کیے جا رہے ہیں ترقیاتی منصوبوں پر کام جاری ہے میرپور آزاد کشمیر پاکستان حکومت وزیراعظم کے حوالے سے اجلاس منعقد ہوا جس میں اہم فیصلے کیے گئے عوام کے مسائل حل کرنے کے لیے اقدامات کیے جا رہے ہیں ترقیاتی منصوبوں پر کام جاری ہے میرپور آزاد کشمیر پاکستان حکومت وزیراعظم کے حوالے سے اجلاس منعقد ہوا جس میں اہم فیصلے کیے گئے عوام کے مسائل حل کرنے کے لیے اقدامات کیے جا رہے ہیں ترقیاتی منصوبوں پر کام جاری ہے میرپور آزاد کشمیر پاکستان حکومت وزیراعظم کے حوالے سے اجلاس منعقد ہوا جس میں اہم فیصلے کیے گئے عوام کے مسائل حل کرنے کے لیے اقدامات کیے جا رہے ہیں ترقیاتی منصوبوں پر کام جاری ہے میرپور آزاد کشمیر پاکستان حکومت وزیراعظم کے حوالے سے اجلاس منعقد ہوا جس میں اہم فیصلے کیے گئے عوام کے مسائل حل کرنے کے لیے اقدامات کیے جا رہے ہیں ترقیاتی منصوبوں پر کام جاری ہے میرپور آزاد کشمیر پاکستان حکومت وزیراعظم کے حوالے سے اجلاس منعقد ہوا جس میں اہم فیصلے کیے گئے عوام کے مسائل حل کرنے کے لیے اقدامات کیے جا رہے ہیں ترقیاتی منصوبوں پر کام جاری ہے میرپور آزاد کشمیر پاکستان حکومت وزیراعظم کے حوالے سے اجلاس منعقد — [391, 2382, 444, 2576]
story-number-tag — [336, 51, 388, 59]
story-text: میرپور آزاد کشمیر پاکستان حکومت وزیراعظم کے حوالے سے اجلاس منعقد ہوا جس میں اہم فیصلے کیے گئے عوام کے مسائل حل کرنے کے لیے اقدامات کیے جا رہے ہیں ترقیاتی منصوبوں پر کام جاری ہے میرپور آزاد کشمیر پاکستان حکومت وزیراعظم کے حوالے سے اجلاس منعقد ہوا جس میں اہم فیصلے کیے گئے عوام کے مسائل حل کرنے کے لیے اقدامات کیے جا رہے ہیں ترقیاتی منصوبوں پر کام جاری ہے میرپور آزاد کشمیر پاکستان حکومت وزیراعظم کے حوالے سے اجلاس منعقد ہوا جس میں اہم فیصلے کیے گئے عوام کے مسائل حل کرنے کے لیے اقدامات کیے جا رہے ہیں ترقیاتی منصوبوں پر کام جاری ہے میرپور آزاد کشمیر پاکستان حکومت وزیراعظم کے حوالے سے اجلاس منعقد ہوا جس میں اہم فیصلے کیے گئے عوام کے مسائل حل کرنے کے لیے اقدامات کیے جا رہے ہیں ترقیاتی منصوبوں پر کام جاری ہے میرپور آزاد کشمیر پاکستان حکومت وزیراعظم کے حوالے سے اجلاس منعقد ہوا جس میں اہم فیصلے کیے گئے عوام کے مسائل حل کرنے کے لیے اقدامات کیے جا رہے ہیں ترقیاتی منصوبوں پر کام جاری ہے میرپور آزاد کشمیر پاکستان حکومت وزیراعظم کے حوالے سے اجلاس منعقد ہوا جس میں اہم فیصلے کیے گئے عوام کے مسائل حل کرنے کے لیے اقدامات کیے جا رہے ہیں ترقیاتی منصوبوں پر کام جاری ہے میرپور آزاد کشمیر پاکستان حکومت وزیراعظم کے حوالے سے اجلاس منعقد ہوا جس میں اہم فیصلے کیے گئے عوام کے مسائل حل کرنے کے لیے اقدامات کیے جا رہے ہیں ترقیاتی منصوبوں پر کام جاری ہے میرپور آزاد کشمیر پاکستان حکومت وزیراعظم کے حوالے سے اجلاس منعقد ہوا جس میں اہم فیصلے کیے گئے عوام کے مسائل حل کرنے کے لیے اقدامات کیے جا رہے ہیں ترقیاتی منصوبوں پر کام جاری ہے میرپور آزاد کشمیر پاکستان حکومت وزیراعظم کے حوالے سے اجلاس منعقد ہوا جس میں اہم فیصلے کیے گئے عوام کے مسائل حل کرنے کے لیے اقدامات کیے جا رہے ہیں ترقیاتی منصوبوں پر کام جاری ہے میرپور آزاد کشمیر پاکستان حکومت وزیراعظم کے حوالے سے اجلاس منعقد ہوا جس میں اہم فیصلے کیے گئے عوام کے مسائل حل کرنے کے لیے اقدامات کیے جا رہے ہیں ترقیاتی منصوبوں پر کام جاری ہے میرپور آزاد کشمیر پاکستان حکومت وزیراعظم کے حوالے سے اجلاس منعقد ہوا جس میں اہم فیصلے کیے گئے عوام کے مسائل حل کرنے کے لیے اقدامات کیے جا رہے ہیں ترقیاتی منصوبوں پر کام جاری ہے میرپور آزاد کشمیر پاکستان حکومت وزیراعظم کے حوالے سے اجلاس منعقد ہوا جس میں اہم فیصلے کیے گئے عوام کے مسائل حل کرنے کے لیے اقدامات کیے جا رہے ہیں ترقیاتی منصوبوں پر کام جاری ہے میرپور آزاد کشمیر پاکستان حکومت وزیراعظم کے حوالے سے اجلاس منعقد ہوا جس میں اہم فیصلے کیے گئے عوام کے مسائل حل کرنے کے لیے اقدامات کیے جا رہے ہیں ترقیاتی منصوبوں پر کام جاری ہے میرپور آزاد کشمیر پاکستان حکومت وزیراعظم کے حوالے سے اجلاس منعقد ہوا جس میں اہم فیصلے کیے گئے عوام کے مسائل حل کرنے کے لیے اقدامات کیے جا رہے ہیں ترقیاتی منصوبوں پر کام جاری ہے میرپور آزاد کشمیر پاکستان حکومت وزیراعظم کے حوالے سے اجلاس منعقد ہوا جس میں اہم فیصلے کیے گئے عوام کے مسائل حل کرنے کے لیے اقدامات کیے جا رہے ہیں ترقیاتی منصوبوں پر کام جاری ہے میرپور آزاد کشمیر پاکستان حکومت وزیراعظم کے حوالے سے اجلاس منعقد ہوا جس میں اہم فیصلے کیے گئے عوام کے مسائل حل کرنے کے لیے اقدامات کیے جا رہے ہیں ترقیاتی منصوبوں پر کام جاری ہے میرپور آزاد کشمیر پاکستان حکومت وزیراعظم کے حوالے سے اجلاس منعقد ہوا جس میں اہم فیصلے کیے گئے عوام کے مسائل حل کرنے کے لیے اقدامات کیے جا رہے ہیں ترقیاتی منصوبوں پر کام جاری ہے میرپور آزاد کشمیر پاکستان حکومت وزیراعظم کے حوالے سے اجلاس منعقد ہوا جس میں اہم فیصلے کیے گئے عوام کے مسائل حل کرنے کے لیے اقدامات کیے جا رہے ہیں ترقیاتی منصوبوں پر کام جاری ہے میرپور آزاد کشمیر پاکستان حکومت وزیراعظم کے حوالے سے اجلاس منعقد ہوا جس میں اہم فیصلے کیے گئے عوام کے مسائل حل کرنے کے لیے اقدامات کیے جا رہے ہیں ترقیاتی منصوبوں پر کام جاری ہے میرپور آزاد کشمیر پاکستان حکومت وزیراعظم کے حوالے سے اجلاس منعقد ہوا جس میں اہم فیصلے کیے گئے عوام کے مسائل حل کرنے کے لیے اقدامات کیے جا رہے ہیں ترقیاتی منصوبوں پر کام جاری ہے — [280, 1604, 333, 2132]
story-number-tag — [3, 2206, 54, 2214]
office-address: آفس نمبر 207 فرسٹ فلور — [344, 15, 398, 20]
story-text: میرپور آزاد کشمیر پاکستان حکومت وزیراعظم کے حوالے سے اجلاس منعقد ہوا جس میں اہم فیصلے کیے گئے عوام کے مسائل حل کرنے کے لیے اقدامات کیے جا رہے ہیں ترقیاتی منصوبوں پر کام جاری ہے میرپور آزاد کشمیر پاکستان حکومت وزیراعظم کے حوالے سے اجلاس منعقد ہوا جس میں اہم فیصلے کیے گئے عوام کے مسائل حل کرنے کے لیے اقدامات کیے جا رہے ہیں ترقیاتی منصوبوں پر کام جاری ہے میرپور آزاد کشمیر پاکستان حکومت وزیراعظم کے حوالے سے اجلاس منعقد ہوا جس میں اہم فیصلے کیے گئے عوام کے مسائل حل کرنے کے لیے اقدامات کیے جا رہے ہیں ترقیاتی منصوبوں پر کام جاری ہے میرپور آزاد کشمیر پاکستان حکومت وزیراعظم کے حوالے سے اجلاس منعقد ہوا جس میں اہم فیصلے کیے گئے عوام کے مسائل حل کرنے کے لیے اقدامات کیے جا رہے ہیں ترقیاتی منصوبوں پر کام جاری ہے میرپور آزاد کشمیر پاکستان حکومت وزیراعظم کے حوالے سے اجلاس منعقد ہوا جس میں اہم فیصلے کیے گئے عوام کے مسائل حل کرنے کے لیے اقدامات کیے جا رہے ہیں ترقیاتی منصوبوں پر کام جاری ہے میرپور آزاد کشمیر پاکستان حکومت وزیراعظم کے حوالے سے اجلاس منعقد ہوا جس میں اہم فیصلے کیے گئے عوام کے مسائل حل کرنے کے لیے اقدامات کیے جا رہے ہیں ترقیاتی منصوبوں پر کام جاری ہے میرپور آزاد کشمیر پاکستان حکومت وزیراعظم کے حوالے سے اجلاس منعقد ہوا جس میں اہم فیصلے کیے گئے عوام کے مسائل حل کرنے کے لیے اقدامات کیے جا رہے ہیں ترقیاتی منصوبوں پر کام جاری ہے میرپور آزاد کشمیر پاکستان حکومت وزیراعظم کے حوالے سے اجلاس منعقد ہوا جس میں اہم فیصلے کیے گئے عوام کے مسائل حل کرنے کے لیے اقدامات کیے جا رہے ہیں ترقیاتی منصوبوں پر کام جاری ہے میرپور آزاد کشمیر پاکستان حکومت وزیراعظم کے حوالے سے اجلاس منعقد ہوا جس میں اہم فیصلے کیے گئے عوام کے مسائل حل کرنے کے لیے اقدامات کیے جا رہے ہیں ترقیاتی منصوبوں پر کام جاری ہے میرپور آزاد کشمیر پاکستان حکومت وزیراعظم کے حوالے سے اجلاس منعقد ہوا جس میں اہم فیصلے کیے گئے عوام کے مسائل حل کرنے کے لیے اقدامات کیے جا رہے ہیں ترقیاتی منصوبوں پر کام جاری ہے میرپور آزاد کشمیر پاکستان حکومت وزیراعظم کے حوالے سے اجلاس منعقد ہوا جس میں اہم فیصلے کیے گئے عوام کے مسائل حل کرنے کے لیے اقدامات کیے جا رہے ہیں ترقیاتی منصوبوں پر کام جاری ہے میرپور آزاد کشمیر پاکستان حکومت وزیراعظم کے حوالے سے اجلاس منعقد ہوا جس میں اہم فیصلے کیے گئے عوام کے مسائل حل کرنے کے لیے اقدامات کیے جا رہے ہیں ترقیاتی منصوبوں پر کام جاری ہے میرپور آزاد کشمیر پاکستان حکومت وزیراعظم کے حوالے سے اجلاس منعقد ہوا جس میں اہم فیصلے کیے گئے عوام کے مسائل حل کرنے کے لیے اقدامات کیے جا رہے ہیں ترقیاتی منصوبوں پر کام جاری ہے میرپور آزاد کشمیر پاکستان حکومت وزیراعظم کے حوالے سے اجلاس منعقد ہوا جس میں اہم فیصلے کیے گئے عوام کے مسائل حل کرنے کے لیے اقدامات کیے جا رہے ہیں ترقیاتی منصوبوں پر کام جاری ہے میرپور آزاد کشمیر پاکستان حکومت وزیراعظم کے حوالے سے اجلاس منعقد ہوا جس میں اہم فیصلے کیے گئے عوام کے مسائل حل کرنے کے لیے اقدامات کیے جا رہے ہیں ترقیاتی منصوبوں پر کام جاری ہے میرپور آزاد کشمیر پاکستان حکومت وزیراعظم کے حوالے سے اجلاس منعقد ہوا جس میں اہم فیصلے کیے گئے عوام کے مسائل حل کرنے کے لیے اقدامات کیے جا رہے ہیں ترقیاتی منصوبوں پر کام جاری ہے میرپور آزاد کشمیر پاکستان حکومت وزیراعظم کے حوالے سے اجلاس منعقد ہوا جس میں اہم فیصلے کیے گئے عوام کے مسائل حل کرنے کے لیے اقدامات کیے جا رہے ہیں ترقیاتی منصوبوں پر کام جاری ہے میرپور آزاد کشمیر پاکستان حکومت وزیراعظم کے حوالے سے اجلاس منعقد ہوا جس میں اہم فیصلے کیے گئے عوام کے مسائل حل کرنے کے لیے اقدامات کیے جا رہے ہیں ترقیاتی منصوبوں پر کام جاری ہے میرپور آزاد کشمیر پاکستان حکومت وزیراعظم کے حوالے سے اجلاس منعقد ہوا جس میں اہم فیصلے کیے گئے عوام کے مسائل حل کرنے کے لیے اقدامات کیے جا رہے ہیں ترقیاتی منصوبوں پر کام جاری ہے میرپور آزاد کشمیر پاکستان حکومت وزیراعظم کے حوالے سے اجلاس منعقد ہوا جس میں اہم فیصلے کیے گئے عوام کے مسائل حل کرنے کے لیے اقدامات کیے جا رہے ہیں ترقیاتی منصوبوں پر کام جاری ہے میرپور آزاد کشمیر پاکستان حکومت وزیراعظم کے حوالے سے اجلاس منعقد ہوا جس میں اہم فیصلے کیے گئے عوام کے مسائل حل کرنے کے لیے اقدامات کیے جا رہے ہیں ترقیاتی منصوبوں پر کام جاری ہے میرپور آزاد کشمیر پاکستان حکومت وزیراعظم کے حوالے سے اجلاس منعقد ہوا جس میں اہم فیصلے کیے گئے عوام کے مسائل حل کرنے کے لیے اقدامات کیے جا رہے ہیں ترقیاتی منصوبوں پر کام جاری ہے میرپور آزاد کشمیر پاکستان حکومت وزیراعظم کے حوالے سے اجلاس منعقد ہوا جس میں اہم فیصلے کیے گئے عوام کے مسائل حل کرنے کے لیے اقدامات کیے جا رہے ہیں ترقیاتی منصوبوں پر کام جاری ہے — [335, 601, 389, 1208]
story-text: میرپور آزاد کشمیر پاکستان حکومت وزیراعظم کے حوالے سے اجلاس منعقد ہوا جس میں اہم فیصلے کیے گئے عوام کے مسائل حل کرنے کے لیے اقدامات کیے جا رہے ہیں ترقیاتی منصوبوں پر کام جاری ہے میرپور آزاد کشمیر پاکستان حکومت وزیراعظم کے حوالے سے اجلاس منعقد ہوا جس میں اہم فیصلے کیے گئے عوام کے مسائل حل کرنے کے لیے اقدامات کیے جا رہے ہیں ترقیاتی منصوبوں پر کام جاری ہے میرپور آزاد کشمیر پاکستان حکومت وزیراعظم کے حوالے سے اجلاس منعقد ہوا جس میں اہم فیصلے کیے گئے عوام کے مسائل حل کرنے کے لیے اقدامات کیے جا رہے ہیں ترقیاتی منصوبوں پر کام جاری ہے میرپور آزاد کشمیر پاکستان حکومت وزیراعظم کے حوالے سے اجلاس منعقد ہوا جس میں اہم فیصلے کیے گئے عوام کے مسائل حل کرنے کے لیے اقدامات کیے جا رہے ہیں ترقیاتی منصوبوں پر کام جاری ہے میرپور آزاد کشمیر پاکستان حکومت وزیراعظم کے حوالے سے اجلاس منعقد ہوا جس میں اہم فیصلے کیے گئے عوام کے مسائل حل کرنے کے لیے اقدامات کیے جا رہے ہیں ترقیاتی منصوبوں پر کام جاری ہے میرپور آزاد کشمیر پاکستان حکومت وزیراعظم کے حوالے سے اجلاس منعقد ہوا جس میں اہم فیصلے کیے گئے عوام کے مسائل حل کرنے کے لیے اقدامات کیے جا رہے ہیں ترقیاتی منصوبوں پر کام جاری ہے میرپور آزاد کشمیر پاکستان حکومت وزیراعظم کے حوالے سے اجلاس منعقد ہوا جس میں اہم فیصلے کیے گئے عوام کے مسائل حل کرنے کے لیے اقدامات کیے جا رہے ہیں ترقیاتی منصوبوں پر کام جاری ہے میرپور آزاد کشمیر پاکستان حکومت وزیراعظم کے حوالے سے اجلاس منعقد ہوا جس میں اہم فیصلے کیے گئے عوام کے مسائل حل کرنے کے لیے اقدامات کیے جا رہے ہیں ترقیاتی منصوبوں پر کام جاری ہے میرپور آزاد کشمیر پاکستان حکومت وزیراعظم کے حوالے سے اجلاس منعقد ہوا جس میں اہم فیصلے کیے گئے عوام کے مسائل حل کرنے کے لیے اقدامات کیے جا رہے ہیں ترقیاتی منصوبوں پر کام جاری ہے میرپور آزاد کشمیر پاکستان حکومت وزیراعظم کے حوالے سے اجلاس منعقد ہوا جس میں اہم فیصلے کیے گئے عوام کے مسائل حل کرنے کے لیے اقدامات کیے جا رہے ہیں ترقیاتی منصوبوں پر کام جاری ہے میرپور آزاد کشمیر پاکستان حکومت وزیراعظم کے حوالے سے اجلاس منعقد ہوا جس میں اہم فیصلے کیے گئے عوام کے مسائل حل کرنے کے لیے اقدامات کیے جا رہے ہیں ترقیاتی منصوبوں پر کام جاری ہے میرپور آزاد کشمیر پاکستان حکومت وزیراعظم کے حوالے سے اجلاس منعقد ہوا جس میں اہم فیصلے کیے گئے عوام کے مسائل حل کرنے کے لیے اقدامات کیے جا رہے ہیں ترقیاتی منصوبوں پر کام جاری ہے میرپور آزاد کشمیر پاکستان حکومت وزیراعظم کے حوالے سے اجلاس منعقد ہوا جس میں اہم فیصلے کیے گئے عوام کے مسائل حل کرنے کے لیے اقدامات کیے جا رہے ہیں ترقیاتی منصوبوں پر کام جاری ہے میرپور آزاد کشمیر پاکستان حکومت وزیراعظم کے حوالے سے اجلاس منعقد ہوا جس میں اہم فیصلے کیے گئے عوام کے مسائل حل کرنے کے لیے اقدامات کیے جا رہے ہیں ترقیاتی منصوبوں پر کام جاری ہے میرپور آزاد کشمیر پاکستان حکومت وزیراعظم کے حوالے سے اجلاس منعقد ہوا جس میں اہم فیصلے کیے گئے عوام کے مسائل حل کرنے کے لیے اقدامات کیے جا رہے ہیں ترقیاتی منصوبوں پر کام جاری ہے میرپور آزاد کشمیر پاکستان حکومت وزیراعظم کے حوالے سے اجلاس منعقد ہوا جس میں اہم فیصلے کیے گئے عوام کے مسائل حل کرنے کے لیے اقدامات کیے جا رہے ہیں ترقیاتی منصوبوں پر کام جاری ہے میرپور آزاد کشمیر پاکستان حکومت وزیراعظم کے حوالے سے اجلاس منعقد ہوا جس میں اہم فیصلے کیے گئے عوام کے مسائل حل کرنے کے لیے اقدامات کیے جا رہے ہیں ترقیاتی منصوبوں پر کام جاری ہے میرپور آزاد کشمیر پاکستان حکومت وزیراعظم کے حوالے سے اجلاس منعقد ہوا جس میں اہم فیصلے کیے گئے عوام کے مسائل حل کرنے کے لیے اقدامات کیے جا رہے ہیں ترقیاتی منصوبوں پر کام جاری ہے میرپور آزاد کشمیر پاکستان حکومت وزیراعظم کے حوالے سے اجلاس منعقد ہوا جس میں اہم فیصلے کیے گئے عوام کے مسائل حل کرنے کے لیے اقدامات کیے جا رہے ہیں ترقیاتی منصوبوں پر کام جاری ہے میرپور آزاد کشمیر پاکستان حکومت وزیراعظم کے حوالے سے اجلاس منعقد ہوا جس میں اہم فیصلے کیے گئے عوام کے مسائل حل کرنے کے لیے اقدامات کیے جا رہے ہیں ترقیاتی منصوبوں پر کام جاری ہے میرپور آزاد کشمیر پاکستان حکومت وزیراعظم کے حوالے سے اجلاس منعقد ہوا جس میں اہم فیصلے کیے گئے عوام کے مسائل حل کرنے کے لیے اقدامات کیے جا رہے ہیں ترقیاتی منصوبوں پر کام جاری ہے میرپور آزاد کشمیر پاکستان حکومت وزیراعظم کے حوالے سے اجلاس منعقد ہوا جس میں اہم فیصلے کیے گئے عوام کے مسائل حل کرنے کے لیے اقدامات کیے جا رہے ہیں ترقیاتی منصوبوں پر کام جاری ہے میرپور آزاد کشمیر پاکستان حکومت وزیراعظم کے حوالے سے اجلاس منعقد ہوا جس میں اہم فیصلے کیے گئے عوام کے مسائل حل کرنے کے لیے اقدامات کیے جا رہے ہیں ترقیاتی منصوبوں پر کام جاری ہے — [391, 1063, 444, 1670]
news-story — [2, 1174, 55, 1869]
news-story — [57, 13, 111, 551]
contact-block — [313, 14, 398, 36]
story-number: 78 — [208, 1399, 221, 1407]
news-story — [391, 2372, 444, 2576]
news-story — [57, 554, 111, 1171]
mobile-line: موبائل: 0300-5468808 — [352, 29, 398, 35]
story-number-tag — [281, 1595, 332, 1603]
story-number-tag — [392, 513, 443, 521]
story-number: 84 — [152, 2019, 165, 2027]
story-number-tag — [3, 13, 54, 21]
story-text: میرپور آزاد کشمیر پاکستان حکومت وزیراعظم کے حوالے سے اجلاس منعقد ہوا جس میں اہم فیصلے کیے گئے عوام کے مسائل حل کرنے کے لیے اقدامات کیے جا رہے ہیں ترقیاتی منصوبوں پر کام جاری ہے میرپور آزاد کشمیر پاکستان حکومت وزیراعظم کے حوالے سے اجلاس منعقد ہوا جس میں اہم فیصلے کیے گئے عوام کے مسائل حل کرنے کے لیے اقدامات کیے جا رہے ہیں ترقیاتی منصوبوں پر کام جاری ہے میرپور آزاد کشمیر پاکستان حکومت وزیراعظم کے حوالے سے اجلاس منعقد ہوا جس میں اہم فیصلے کیے گئے عوام کے مسائل حل کرنے کے لیے اقدامات کیے جا رہے ہیں ترقیاتی منصوبوں پر کام جاری ہے میرپور آزاد کشمیر پاکستان حکومت وزیراعظم کے حوالے سے اجلاس منعقد ہوا جس میں اہم فیصلے کیے گئے عوام کے مسائل حل کرنے کے لیے اقدامات کیے جا رہے ہیں ترقیاتی منصوبوں پر کام جاری ہے میرپور آزاد کشمیر پاکستان حکومت وزیراعظم کے حوالے سے اجلاس منعقد ہوا جس میں اہم فیصلے کیے گئے عوام کے مسائل حل کرنے کے لیے اقدامات کیے جا رہے ہیں ترقیاتی منصوبوں پر کام جاری ہے میرپور آزاد کشمیر پاکستان حکومت وزیراعظم کے حوالے سے اجلاس منعقد ہوا جس میں اہم فیصلے کیے گئے عوام کے مسائل حل کرنے کے لیے اقدامات کیے جا رہے ہیں ترقیاتی منصوبوں پر کام جاری ہے میرپور آزاد کشمیر پاکستان حکومت وزیراعظم کے حوالے سے اجلاس منعقد ہوا جس میں اہم فیصلے کیے گئے عوام کے مسائل حل کرنے کے لیے اقدامات کیے جا رہے ہیں ترقیاتی منصوبوں پر کام جاری ہے میرپور آزاد کشمیر پاکستان حکومت وزیراعظم کے حوالے سے اجلاس منعقد ہوا جس میں اہم فیصلے کیے گئے عوام کے مسائل حل کرنے کے لیے اقدامات کیے جا رہے ہیں ترقیاتی منصوبوں پر کام جاری ہے میرپور آزاد کشمیر پاکستان حکومت وزیراعظم کے حوالے سے اجلاس منعقد ہوا جس میں اہم فیصلے کیے گئے عوام کے مسائل حل کرنے کے لیے اقدامات کیے جا رہے ہیں ترقیاتی منصوبوں پر کام جاری ہے میرپور آزاد کشمیر پاکستان حکومت وزیراعظم کے حوالے سے اجلاس منعقد ہوا جس میں اہم فیصلے کیے گئے عوام کے مسائل حل کرنے کے لیے اقدامات کیے جا رہے ہیں ترقیاتی منصوبوں پر کام جاری ہے میرپور آزاد کشمیر پاکستان حکومت وزیراعظم کے حوالے سے اجلاس منعقد ہوا جس میں اہم فیصلے کیے گئے عوام کے مسائل حل کرنے کے لیے اقدامات کیے جا رہے ہیں ترقیاتی منصوبوں پر کام جاری ہے میرپور آزاد کشمیر پاکستان حکومت وزیراعظم کے حوالے سے اجلاس منعقد ہوا جس میں اہم فیصلے کیے گئے عوام کے مسائل حل کرنے کے لیے اقدامات کیے جا رہے ہیں ترقیاتی منصوبوں پر کام جاری ہے میرپور آزاد کشمیر پاکستان حکومت وزیراعظم کے حوالے سے اجلاس منعقد ہوا جس میں اہم فیصلے کیے گئے عوام کے مسائل حل کرنے کے لیے اقدامات کیے جا رہے ہیں ترقیاتی منصوبوں پر کام جاری ہے میرپور آزاد کشمیر پاکستان حکومت وزیراعظم کے حوالے سے اجلاس منعقد ہوا جس میں اہم فیصلے کیے گئے عوام کے مسائل حل کرنے کے لیے اقدامات کیے جا رہے ہیں ترقیاتی منصوبوں پر کام جاری ہے میرپور آزاد کشمیر پاکستان حکومت وزیراعظم کے حوالے سے اجلاس منعقد ہوا جس میں اہم فیصلے کیے گئے عوام کے مسائل حل کرنے کے لیے اقدامات کیے جا رہے ہیں ترقیاتی منصوبوں پر کام جاری ہے میرپور آزاد کشمیر پاکستان حکومت وزیراعظم کے حوالے سے اجلاس منعقد ہوا جس میں اہم فیصلے کیے گئے عوام کے مسائل حل کرنے کے لیے اقدامات کیے جا رہے ہیں ترقیاتی منصوبوں پر کام جاری ہے میرپور آزاد کشمیر پاکستان حکومت وزیراعظم کے حوالے سے اجلاس منعقد ہوا جس میں اہم فیصلے کیے گئے عوام کے مسائل حل کرنے کے لیے اقدامات کیے جا رہے ہیں ترقیاتی منصوبوں پر کام جاری ہے میرپور آزاد کشمیر پاکستان حکومت وزیراعظم کے حوالے سے اجلاس منعقد ہوا جس میں اہم فیصلے کیے گئے عوام کے مسائل حل کرنے کے لیے اقدامات کیے جا رہے ہیں ترقیاتی منصوبوں پر کام جاری ہے میرپور آزاد کشمیر پاکستان حکومت وزیراعظم کے حوالے سے اجلاس منعقد ہوا جس میں اہم فیصلے کیے گئے عوام کے مسائل حل کرنے کے لیے اقدامات کیے جا رہے ہیں ترقیاتی منصوبوں پر کام جاری ہے میرپور آزاد کشمیر پاکستان حکومت وزیراعظم کے حوالے سے اجلاس منعقد ہوا جس میں اہم فیصلے کیے گئے عوام کے مسائل حل کرنے کے لیے اقدامات کیے جا رہے ہیں ترقیاتی منصوبوں پر کام جاری ہے میرپور آزاد کشمیر پاکستان حکومت وزیراعظم کے حوالے سے اجلاس منعقد ہوا جس میں اہم فیصلے کیے گئے عوام کے مسائل حل کرنے کے لیے اقدامات کیے جا — [113, 2028, 166, 2575]
news-column — [167, 11, 223, 2575]
story-number: 53 — [430, 1054, 443, 1062]
story-text: میرپور آزاد کشمیر پاکستان حکومت وزیراعظم کے حوالے سے اجلاس منعقد ہوا جس میں اہم فیصلے کیے گئے عوام کے مسائل حل کرنے کے لیے اقدامات کیے جا رہے ہیں ترقیاتی منصوبوں پر کام جاری ہے میرپور آزاد کشمیر پاکستان حکومت وزیراعظم کے حوالے سے اجلاس منعقد ہوا جس میں اہم فیصلے کیے گئے عوام کے مسائل حل کرنے کے لیے اقدامات کیے جا رہے ہیں ترقیاتی منصوبوں پر کام جاری ہے میرپور آزاد کشمیر پاکستان حکومت وزیراعظم کے حوالے سے اجلاس منعقد ہوا جس میں اہم فیصلے کیے گئے عوام کے مسائل حل کرنے کے لیے اقدامات کیے جا رہے ہیں ترقیاتی منصوبوں پر کام جاری ہے میرپور آزاد کشمیر پاکستان حکومت وزیراعظم کے حوالے سے اجلاس منعقد ہوا جس میں اہم فیصلے کیے گئے عوام کے مسائل حل کرنے کے لیے اقدامات کیے جا رہے ہیں ترقیاتی منصوبوں پر کام جاری ہے میرپور آزاد کشمیر پاکستان حکومت وزیراعظم کے حوالے سے اجلاس منعقد ہوا جس میں اہم فیصلے کیے گئے عوام کے مسائل حل کرنے کے لیے اقدامات کیے جا رہے ہیں ترقیاتی منصوبوں پر کام جاری ہے میرپور آزاد کشمیر پاکستان حکومت وزیراعظم کے حوالے سے اجلاس منعقد ہوا جس میں اہم فیصلے کیے گئے عوام کے مسائل حل کرنے کے لیے اقدامات کیے جا رہے ہیں ترقیاتی منصوبوں پر کام جاری ہے میرپور آزاد کشمیر پاکستان حکومت وزیراعظم کے حوالے سے اجلاس منعقد ہوا جس میں اہم فیصلے کیے گئے عوام کے مسائل حل کرنے کے لیے اقدامات کیے جا رہے ہیں ترقیاتی منصوبوں پر کام جاری ہے میرپور آزاد کشمیر پاکستان حکومت وزیراعظم کے حوالے سے اجلاس منعقد ہوا جس میں اہم فیصلے کیے گئے عوام کے مسائل حل کرنے کے لیے اقدامات کیے جا رہے ہیں ترقیاتی منصوبوں پر کام جاری ہے میرپور آزاد کشمیر پاکستان حکومت وزیراعظم کے حوالے سے اجلاس منعقد ہوا جس میں اہم فیصلے کیے گئے عوام کے مسائل حل کرنے کے لیے اقدامات کیے جا رہے ہیں ترقیاتی منصوبوں پر کام جاری ہے میرپور آزاد کشمیر پاکستان حکومت وزیراعظم کے حوالے سے اجلاس منعقد ہوا جس میں اہم فیصلے کیے گئے عوام کے مسائل حل کرنے کے لیے اقدامات کیے جا رہے ہیں ترقیاتی منصوبوں پر کام جاری ہے میرپور آزاد کشمیر پاکستان حکومت وزیراعظم کے حوالے سے اجلاس منعقد ہوا جس میں اہم فیصلے کیے گئے عوام کے مسائل حل کرنے کے لیے اقدامات کیے جا رہے ہیں ترقیاتی منصوبوں پر کام جاری ہے میرپور آزاد کشمیر پاکستان حکومت وزیراعظم کے حوالے سے اجلاس منعقد ہوا جس میں اہم فیصلے کیے گئے عوام کے مسائل حل کرنے کے لیے اقدامات کیے جا رہے ہیں ترقیاتی منصوبوں پر کام جاری ہے میرپور آزاد کشمیر پاکستان حکومت وزیراعظم کے حوالے سے اجلاس منعقد ہوا جس میں اہم فیصلے کیے گئے عوام کے مسائل حل کرنے کے لیے اقدامات کیے جا رہے ہیں ترقیاتی منصوبوں پر کام جاری ہے میرپور آزاد کشمیر پاکستان حکومت وزیراعظم کے حوالے سے اجلاس منعقد ہوا جس میں اہم فیصلے کیے گئے عوام کے مسائل حل کرنے کے لیے اقدامات کیے جا رہے ہیں ترقیاتی منصوبوں پر کام جاری ہے — [280, 759, 333, 1129]
news-story — [224, 2098, 278, 2576]
story-number: 72 — [263, 1557, 277, 1565]
news-column — [389, 49, 445, 2576]
news-story — [280, 1595, 333, 2133]
story-number-tag — [114, 13, 165, 21]
story-number: 58 — [374, 592, 388, 600]
news-story — [113, 2019, 166, 2576]
ad-title: اشتہار برائے گمشدگی اصل کاغذات ملکیت — [4, 2191, 53, 2201]
story-text: میرپور آزاد کشمیر پاکستان حکومت وزیراعظم کے حوالے سے اجلاس منعقد ہوا جس میں اہم فیصلے کیے گئے عوام کے مسائل حل کرنے کے لیے اقدامات کیے جا رہے ہیں ترقیاتی منصوبوں پر کام جاری ہے میرپور آزاد کشمیر پاکستان حکومت وزیراعظم کے حوالے سے اجلاس منعقد ہوا جس میں اہم فیصلے کیے گئے عوام کے مسائل حل کرنے کے لیے اقدامات کیے جا رہے ہیں ترقیاتی منصوبوں پر کام جاری ہے میرپور آزاد کشمیر پاکستان حکومت وزیراعظم کے حوالے سے اجلاس منعقد ہوا جس میں اہم فیصلے کیے گئے عوام کے مسائل حل کرنے کے لیے اقدامات کیے جا رہے ہیں ترقیاتی منصوبوں پر کام جاری ہے میرپور آزاد کشمیر پاکستان حکومت وزیراعظم کے حوالے سے اجلاس منعقد ہوا جس میں اہم فیصلے کیے گئے عوام کے مسائل حل کرنے کے لیے اقدامات کیے جا رہے ہیں ترقیاتی منصوبوں پر کام جاری ہے میرپور آزاد کشمیر پاکستان حکومت وزیراعظم کے حوالے سے اجلاس منعقد ہوا جس میں اہم فیصلے کیے گئے عوام کے مسائل حل کرنے کے لیے اقدامات کیے جا رہے ہیں ترقیاتی منصوبوں پر کام جاری ہے میرپور آزاد کشمیر پاکستان حکومت وزیراعظم کے حوالے سے اجلاس منعقد ہوا جس میں اہم فیصلے کیے گئے عوام کے مسائل حل کرنے کے لیے اقدامات کیے جا رہے ہیں ترقیاتی منصوبوں پر کام جاری ہے میرپور آزاد کشمیر پاکستان حکومت وزیراعظم کے حوالے سے اجلاس منعقد ہوا جس میں اہم فیصلے کیے گئے عوام کے مسائل حل کرنے کے لیے اقدامات کیے جا رہے ہیں ترقیاتی منصوبوں پر کام جاری ہے میرپور آزاد کشمیر پاکستان حکومت وزیراعظم کے حوالے سے اجلاس منعقد ہوا جس میں اہم فیصلے کیے گئے عوام کے مسائل حل کرنے کے لیے اقدامات کیے جا رہے ہیں ترقیاتی منصوبوں پر کام جاری ہے میرپور آزاد کشمیر پاکستان حکومت وزیراعظم کے حوالے سے اجلاس منعقد ہوا جس میں اہم فیصلے کیے گئے عوام کے مسائل حل کرنے کے لیے اقدامات کیے جا رہے ہیں ترقیاتی منصوبوں پر کام جاری ہے میرپور آزاد کشمیر پاکستان حکومت وزیراعظم کے حوالے سے اجلاس منعقد ہوا جس میں اہم فیصلے کیے گئے عوام کے مسائل حل کرنے کے لیے اقدامات کیے جا رہے ہیں ترقیاتی منصوبوں پر کام جاری ہے میرپور آزاد کشمیر پاکستان حکومت وزیراعظم کے حوالے سے اجلاس منعقد ہوا جس میں اہم فیصلے کیے گئے عوام کے مسائل حل کرنے کے لیے اقدامات کیے جا رہے ہیں ترقیاتی منصوبوں پر کام جاری ہے میرپور آزاد کشمیر پاکستان حکومت وزیراعظم کے حوالے سے اجلاس منعقد ہوا جس میں اہم فیصلے کیے گئے عوام کے مسائل حل کرنے کے لیے اقدامات کیے جا رہے ہیں ترقیاتی منصوبوں پر کام جاری ہے میرپور آزاد کشمیر پاکستان حکومت وزیراعظم کے حوالے سے اجلاس منعقد ہوا جس میں اہم فیصلے کیے گئے عوام کے مسائل حل کرنے کے لیے اقدامات کیے جا رہے ہیں ترقیاتی منصوبوں پر کام جاری ہے میرپور آزاد کشمیر پاکستان حکومت وزیراعظم کے حوالے سے اجلاس منعقد ہوا جس میں اہم فیصلے کیے گئے عوام کے مسائل حل کرنے کے لیے اقدامات کیے جا رہے ہیں ترقیاتی منصوبوں پر کام جاری ہے میرپور آزاد کشمیر پاکستان حکومت وزیراعظم کے حوالے سے اجلاس منعقد ہوا جس میں اہم فیصلے کیے گئے عوام کے مسائل حل کرنے کے لیے اقدامات کیے جا رہے ہیں ترقیاتی منصوبوں پر کام جاری ہے میرپور آزاد کشمیر پاکستان حکومت وزیراعظم کے حوالے سے اجلاس منعقد ہوا جس میں اہم فیصلے کیے گئے عوام کے مسائل حل کرنے کے لیے اقدامات کیے جا رہے ہیں ترقیاتی منصوبوں پر کام جاری ہے میرپور آزاد کشمیر پاکستان حکومت وزیراعظم کے حوالے سے اجلاس منعقد ہوا جس میں اہم فیصلے کیے گئے عوام کے مسائل حل کرنے کے لیے اقدامات کیے جا رہے ہیں ترقیاتی منصوبوں پر کام جاری ہے میرپور آزاد کشمیر پاکستان حکومت وزیراعظم کے حوالے سے اجلاس منعقد ہوا جس میں اہم فیصلے کیے گئے عوام کے مسائل حل کرنے کے لیے اقدامات کیے جا رہے ہیں ترقیاتی منصوبوں پر کام جاری ہے میرپور آزاد کشمیر پاکستان حکومت وزیراعظم کے حوالے سے اجلاس منعقد ہوا جس میں اہم فیصلے کیے گئے عوام کے مسائل حل کرنے کے لیے اقدامات کیے جا رہے ہیں ترقیاتی منصوبوں پر کام جاری ہے میرپور آزاد کشمیر پاکستان حکومت وزیراعظم کے حوالے سے اجلاس منعقد ہوا جس میں اہم فیصلے کیے گئے عوام کے مسائل حل کرنے کے لیے اقدامات کیے جا رہے ہیں ترقیاتی منصوبوں پر کام جاری ہے — [113, 868, 166, 1396]
dateline: روزنامہ شاہین میرپور (02) 20 ستمبر 2025ء — [148, 2, 298, 9]
news-story — [335, 592, 389, 1209]
news-story — [113, 1399, 166, 2016]
story-text: میرپور آزاد کشمیر پاکستان حکومت وزیراعظم کے حوالے سے اجلاس منعقد ہوا جس میں اہم فیصلے کیے گئے عوام کے مسائل حل کرنے کے لیے اقدامات کیے جا رہے ہیں ترقیاتی منصوبوں پر کام جاری ہے میرپور آزاد کشمیر پاکستان حکومت وزیراعظم کے حوالے سے اجلاس منعقد ہوا جس میں اہم فیصلے کیے گئے عوام کے مسائل حل کرنے کے لیے اقدامات کیے جا رہے ہیں ترقیاتی منصوبوں پر کام جاری ہے میرپور آزاد کشمیر پاکستان حکومت وزیراعظم کے حوالے سے اجلاس منعقد ہوا جس میں اہم فیصلے کیے گئے عوام کے مسائل حل کرنے کے لیے اقدامات کیے جا رہے ہیں ترقیاتی منصوبوں پر کام جاری ہے میرپور آزاد کشمیر پاکستان حکومت وزیراعظم کے حوالے سے اجلاس منعقد ہوا جس میں اہم فیصلے کیے گئے عوام کے مسائل حل کرنے کے لیے اقدامات کیے جا رہے ہیں ترقیاتی منصوبوں پر کام جاری ہے میرپور آزاد کشمیر پاکستان حکومت وزیراعظم کے حوالے سے اجلاس منعقد ہوا جس میں اہم فیصلے کیے گئے عوام کے مسائل حل کرنے کے لیے اقدامات کیے جا رہے ہیں ترقیاتی منصوبوں پر کام جاری ہے میرپور آزاد کشمیر پاکستان حکومت وزیراعظم کے حوالے سے اجلاس منعقد ہوا جس میں اہم فیصلے کیے گئے عوام کے مسائل حل کرنے کے لیے اقدامات کیے جا رہے ہیں ترقیاتی منصوبوں پر کام جاری ہے میرپور آزاد کشمیر پاکستان حکومت وزیراعظم کے حوالے سے اجلاس منعقد ہوا جس میں اہم فیصلے کیے گئے عوام کے مسائل حل کرنے کے لیے اقدامات کیے جا رہے ہیں ترقیاتی منصوبوں پر کام جاری ہے میرپور آزاد کشمیر پاکستان حکومت وزیراعظم کے حوالے سے اجلاس منعقد ہوا جس میں اہم فیصلے کیے گئے عوام کے مسائل حل کرنے کے لیے اقدامات کیے جا رہے ہیں ترقیاتی منصوبوں پر کام جاری ہے میرپور آزاد کشمیر پاکستان حکومت وزیراعظم کے حوالے سے اجلاس منعقد ہوا جس میں اہم فیصلے کیے گئے عوام کے مسائل حل کرنے کے لیے اقدامات کیے جا رہے ہیں ترقیاتی منصوبوں پر کام جاری ہے میرپور آزاد کشمیر پاکستان حکومت وزیراعظم کے حوالے سے اجلاس منعقد ہوا جس میں اہم فیصلے کیے گئے عوام کے مسائل حل کرنے کے لیے اقدامات کیے جا رہے ہیں ترقیاتی منصوبوں پر کام جاری ہے میرپور آزاد کشمیر پاکستان حکومت وزیراعظم کے حوالے سے اجلاس منعقد ہوا جس میں اہم فیصلے کیے گئے عوام کے مسائل حل کرنے کے لیے اقدامات کیے جا رہے ہیں ترقیاتی منصوبوں پر کام جاری ہے میرپور آزاد کشمیر پاکستان حکومت وزیراعظم کے حوالے سے اجلاس منعقد ہوا جس میں اہم فیصلے کیے گئے عوام کے مسائل حل کرنے کے لیے اقدامات کیے جا — [57, 2265, 111, 2575]
story-number-tag — [392, 2372, 443, 2380]
story-number-tag — [281, 1133, 332, 1141]
story-number: 76 — [208, 396, 221, 404]
story-number: 59 — [374, 1212, 388, 1219]
story-text: میرپور آزاد کشمیر پاکستان حکومت وزیراعظم کے حوالے سے اجلاس منعقد ہوا جس میں اہم فیصلے کیے گئے عوام کے مسائل حل کرنے کے لیے اقدامات کیے جا رہے ہیں ترقیاتی منصوبوں پر کام جاری ہے میرپور آزاد کشمیر پاکستان حکومت وزیراعظم کے حوالے سے اجلاس منعقد ہوا جس میں اہم فیصلے کیے گئے عوام کے مسائل حل کرنے کے لیے اقدامات کیے جا رہے ہیں ترقیاتی منصوبوں پر کام جاری ہے میرپور آزاد کشمیر پاکستان حکومت وزیراعظم کے حوالے سے اجلاس منعقد ہوا جس میں اہم فیصلے کیے گئے عوام کے مسائل حل کرنے کے لیے اقدامات کیے جا رہے ہیں ترقیاتی منصوبوں پر کام جاری ہے میرپور آزاد کشمیر پاکستان حکومت وزیراعظم کے حوالے سے اجلاس منعقد ہوا جس میں اہم فیصلے کیے گئے عوام کے مسائل حل کرنے کے لیے اقدامات کیے جا رہے ہیں ترقیاتی منصوبوں پر کام جاری ہے میرپور آزاد کشمیر پاکستان حکومت وزیراعظم کے حوالے سے اجلاس منعقد ہوا جس میں اہم فیصلے کیے گئے عوام کے مسائل حل کرنے کے لیے اقدامات کیے جا رہے ہیں ترقیاتی منصوبوں پر کام جاری ہے میرپور آزاد کشمیر پاکستان حکومت وزیراعظم کے حوالے سے اجلاس منعقد ہوا جس میں اہم فیصلے کیے گئے عوام کے مسائل حل کرنے کے لیے اقدامات کیے جا رہے ہیں ترقیاتی منصوبوں پر کام جاری ہے میرپور آزاد کشمیر پاکستان حکومت وزیراعظم کے حوالے سے اجلاس منعقد ہوا جس میں اہم فیصلے کیے گئے عوام کے مسائل حل کرنے کے لیے اقدامات کیے جا رہے ہیں ترقیاتی منصوبوں پر کام جاری ہے میرپور آزاد کشمیر پاکستان حکومت وزیراعظم کے حوالے سے اجلاس منعقد ہوا جس میں اہم فیصلے کیے گئے عوام کے مسائل حل کرنے کے لیے اقدامات کیے جا رہے ہیں ترقیاتی منصوبوں پر کام جاری ہے میرپور آزاد کشمیر پاکستان حکومت وزیراعظم کے حوالے سے اجلاس منعقد ہوا جس میں اہم فیصلے کیے گئے عوام کے مسائل حل کرنے کے لیے اقدامات کیے جا رہے ہیں ترقیاتی منصوبوں پر کام جاری ہے میرپور آزاد کشمیر پاکستان حکومت وزیراعظم کے حوالے سے اجلاس منعقد ہوا جس میں اہم فیصلے کیے گئے عوام کے مسائل حل کرنے کے لیے اقدامات کیے جا رہے ہیں ترقیاتی منصوبوں پر کام جاری ہے میرپور آزاد کشمیر پاکستان حکومت وزیراعظم کے حوالے سے اجلاس منعقد ہوا جس میں اہم فیصلے کیے گئے عوام کے مسائل حل کرنے کے لیے اقدامات کیے جا رہے ہیں ترقیاتی منصوبوں پر کام جاری ہے میرپور آزاد کشمیر پاکستان حکومت وزیراعظم کے حوالے سے اجلاس منعقد ہوا جس میں اہم فیصلے کیے گئے عوام کے مسائل حل کرنے کے لیے اقدامات کیے جا رہے ہیں ترقیاتی منصوبوں پر کام جاری ہے میرپور آزاد کشمیر پاکستان حکومت وزیراعظم کے حوالے سے اجلاس منعقد ہوا جس میں اہم فیصلے کیے گئے عوام کے مسائل حل کرنے کے لیے اقدامات کیے جا رہے ہیں ترقیاتی منصوبوں پر کام جاری ہے میرپور آزاد کشمیر پاکستان حکومت وزیراعظم کے حوالے سے اجلاس منعقد ہوا جس میں اہم فیصلے کیے گئے عوام کے مسائل حل کرنے کے لیے اقدامات کیے جا رہے ہیں ترقیاتی منصوبوں پر کام جاری ہے میرپور آزاد کشمیر پاکستان حکومت وزیراعظم کے حوالے سے اجلاس منعقد ہوا جس میں اہم فیصلے کیے گئے عوام کے مسائل حل کرنے کے لیے اقدامات کیے جا رہے ہیں ترقیاتی منصوبوں پر کام جاری ہے میرپور آزاد کشمیر پاکستان حکومت وزیراعظم کے حوالے سے اجلاس منعقد ہوا جس میں اہم فیصلے کیے گئے عوام کے مسائل حل کرنے کے لیے اقدامات کیے جا رہے ہیں ترقیاتی منصوبوں پر کام جاری ہے میرپور آزاد کشمیر پاکستان حکومت وزیراعظم کے حوالے سے اجلاس منعقد ہوا جس میں اہم فیصلے کیے گئے عوام کے مسائل حل کرنے کے لیے اقدامات کیے جا رہے ہیں ترقیاتی منصوبوں پر کام جاری ہے میرپور آزاد کشمیر پاکستان حکومت وزیراعظم کے حوالے سے اجلاس منعقد ہوا جس میں اہم فیصلے کیے گئے عوام کے مسائل حل کرنے کے لیے اقدامات کیے جا رہے ہیں ترقیاتی منصوبوں پر کام جاری ہے میرپور آزاد کشمیر پاکستان حکومت وزیراعظم کے حوالے سے اجلاس منعقد ہوا جس میں اہم فیصلے کیے گئے عوام کے مسائل حل کرنے کے لیے اقدامات کیے جا رہے ہیں ترقیاتی منصوبوں پر کام جاری ہے میرپور آزاد کشمیر پاکستان حکومت وزیراعظم کے حوالے سے اجلاس منعقد ہوا جس میں اہم فیصلے کیے گئے عوام کے مسائل حل کرنے کے لیے اقدامات کیے جا رہے ہیں ترقیاتی منصوبوں پر کام جاری ہے — [224, 1566, 278, 2094]
story-text: میرپور آزاد کشمیر پاکستان حکومت وزیراعظم کے حوالے سے اجلاس منعقد ہوا جس میں اہم فیصلے کیے گئے عوام کے مسائل حل کرنے کے لیے اقدامات کیے جا رہے ہیں ترقیاتی منصوبوں پر کام جاری ہے میرپور آزاد کشمیر پاکستان حکومت وزیراعظم کے حوالے سے اجلاس منعقد ہوا جس میں اہم فیصلے کیے گئے عوام کے مسائل حل کرنے کے لیے اقدامات کیے جا رہے ہیں ترقیاتی منصوبوں پر کام جاری ہے میرپور آزاد کشمیر پاکستان حکومت وزیراعظم کے حوالے سے اجلاس منعقد ہوا جس میں اہم فیصلے کیے گئے عوام کے مسائل حل کرنے کے لیے اقدامات کیے جا رہے ہیں ترقیاتی منصوبوں پر کام جاری ہے میرپور آزاد کشمیر پاکستان حکومت وزیراعظم کے حوالے سے اجلاس منعقد ہوا جس میں اہم فیصلے کیے گئے عوام کے مسائل حل کرنے کے لیے اقدامات کیے جا رہے ہیں ترقیاتی منصوبوں پر کام جاری ہے میرپور آزاد کشمیر پاکستان حکومت وزیراعظم کے حوالے سے اجلاس منعقد ہوا جس میں اہم فیصلے کیے گئے عوام کے مسائل حل کرنے کے لیے اقدامات کیے جا رہے ہیں ترقیاتی منصوبوں پر کام جاری ہے میرپور آزاد کشمیر پاکستان حکومت وزیراعظم کے حوالے سے اجلاس منعقد ہوا جس میں اہم فیصلے کیے گئے عوام کے مسائل حل کرنے کے لیے اقدامات کیے جا رہے ہیں ترقیاتی منصوبوں پر کام جاری ہے میرپور آزاد کشمیر پاکستان حکومت وزیراعظم کے حوالے سے اجلاس منعقد ہوا جس میں اہم فیصلے کیے گئے عوام کے مسائل حل کرنے کے لیے اقدامات کیے جا رہے ہیں ترقیاتی منصوبوں پر کام جاری ہے میرپور آزاد کشمیر پاکستان حکومت وزیراعظم کے حوالے سے اجلاس منعقد ہوا جس میں اہم فیصلے کیے گئے عوام کے مسائل حل کرنے کے لیے اقدامات کیے جا رہے ہیں ترقیاتی منصوبوں پر کام جاری ہے میرپور آزاد کشمیر پاکستان حکومت وزیراعظم کے حوالے سے اجلاس منعقد ہوا جس میں اہم فیصلے کیے گئے عوام کے مسائل حل کرنے کے لیے اقدامات کیے جا رہے ہیں ترقیاتی منصوبوں پر کام جاری ہے میرپور آزاد کشمیر پاکستان حکومت وزیراعظم کے حوالے سے اجلاس منعقد ہوا جس میں اہم فیصلے کیے گئے عوام کے مسائل حل کرنے کے لیے اقدامات کیے جا رہے ہیں ترقیاتی منصوبوں پر کام جاری ہے میرپور آزاد کشمیر پاکستان حکومت وزیراعظم کے حوالے سے اجلاس منعقد ہوا جس میں اہم فیصلے کیے گئے عوام کے مسائل حل کرنے کے لیے اقدامات کیے جا رہے ہیں ترقیاتی منصوبوں پر کام جاری ہے میرپور آزاد کشمیر پاکستان حکومت وزیراعظم کے حوالے سے اجلاس منعقد ہوا جس میں اہم فیصلے کیے گئے عوام کے مسائل حل کرنے کے لیے اقدامات کیے جا رہے ہیں ترقیاتی منصوبوں پر کام جاری ہے میرپور آزاد کشمیر پاکستان حکومت وزیراعظم کے حوالے سے اجلاس منعقد ہوا جس میں اہم فیصلے کیے گئے عوام کے مسائل حل کرنے کے لیے اقدامات کیے جا رہے ہیں ترقیاتی منصوبوں پر کام جاری ہے میرپور آزاد کشمیر پاکستان حکومت وزیراعظم کے حوالے سے اجلاس منعقد ہوا جس میں اہم فیصلے کیے گئے عوام کے مسائل حل کرنے کے لیے اقدامات کیے جا رہے ہیں ترقیاتی منصوبوں پر کام جاری ہے میرپور آزاد کشمیر پاکستان حکومت وزیراعظم کے حوالے سے اجلاس منعقد ہوا جس میں اہم فیصلے کیے گئے عوام کے مسائل حل کرنے کے لیے اقدامات کیے جا رہے ہیں ترقیاتی منصوبوں پر کام جاری ہے میرپور آزاد کشمیر پاکستان حکومت وزیراعظم کے حوالے سے اجلاس منعقد ہوا جس میں اہم فیصلے کیے گئے عوام کے مسائل حل کرنے کے لیے اقدامات کیے جا رہے ہیں ترقیاتی منصوبوں پر کام جاری ہے میرپور آزاد کشمیر پاکستان حکومت وزیراعظم کے حوالے سے اجلاس منعقد ہوا جس میں اہم فیصلے کیے گئے عوام کے مسائل حل کرنے کے لیے اقدامات کیے جا رہے ہیں ترقیاتی منصوبوں پر کام جاری ہے — [280, 1142, 333, 1591]
story-number: 73 — [263, 2098, 277, 2106]
story-number-tag — [281, 750, 332, 757]
story-text: میرپور آزاد کشمیر پاکستان حکومت وزیراعظم کے حوالے سے اجلاس منعقد ہوا جس میں اہم فیصلے کیے گئے عوام کے مسائل حل کرنے کے لیے اقدامات کیے جا رہے ہیں ترقیاتی منصوبوں پر کام جاری ہے میرپور آزاد کشمیر پاکستان حکومت وزیراعظم کے حوالے سے اجلاس منعقد ہوا جس میں اہم فیصلے کیے گئے عوام کے مسائل حل کرنے کے لیے اقدامات کیے جا رہے ہیں ترقیاتی منصوبوں پر کام جاری ہے میرپور آزاد کشمیر پاکستان حکومت وزیراعظم کے حوالے سے اجلاس منعقد ہوا جس میں اہم فیصلے کیے گئے عوام کے مسائل حل کرنے کے لیے اقدامات کیے جا رہے ہیں ترقیاتی منصوبوں پر کام جاری ہے میرپور آزاد کشمیر پاکستان حکومت وزیراعظم کے حوالے سے اجلاس منعقد ہوا جس میں اہم فیصلے کیے گئے عوام کے مسائل حل کرنے کے لیے اقدامات کیے جا رہے ہیں ترقیاتی منصوبوں پر کام جاری ہے میرپور آزاد کشمیر پاکستان حکومت وزیراعظم کے حوالے سے اجلاس منعقد ہوا جس میں اہم فیصلے کیے گئے عوام کے مسائل حل کرنے کے لیے اقدامات کیے جا رہے ہیں ترقیاتی منصوبوں پر کام جاری ہے میرپور آزاد کشمیر پاکستان حکومت وزیراعظم کے حوالے سے اجلاس منعقد ہوا جس میں اہم فیصلے کیے گئے عوام کے مسائل حل کرنے کے لیے اقدامات کیے جا رہے ہیں ترقیاتی منصوبوں پر کام جاری ہے میرپور آزاد کشمیر پاکستان حکومت وزیراعظم کے حوالے سے اجلاس منعقد ہوا جس میں اہم فیصلے کیے گئے عوام کے مسائل حل کرنے کے لیے اقدامات کیے جا رہے ہیں ترقیاتی منصوبوں پر کام جاری ہے میرپور آزاد کشمیر پاکستان حکومت وزیراعظم کے حوالے سے اجلاس منعقد ہوا جس میں اہم فیصلے کیے گئے عوام کے مسائل حل کرنے کے لیے اقدامات کیے جا رہے ہیں ترقیاتی منصوبوں پر کام جاری ہے میرپور آزاد کشمیر پاکستان حکومت وزیراعظم کے حوالے سے اجلاس منعقد ہوا جس میں اہم فیصلے کیے گئے عوام کے مسائل حل کرنے کے لیے اقدامات کیے جا رہے ہیں ترقیاتی منصوبوں پر کام جاری ہے میرپور آزاد کشمیر پاکستان حکومت وزیراعظم کے حوالے سے اجلاس منعقد ہوا جس میں اہم فیصلے کیے گئے عوام کے مسائل حل کرنے کے لیے اقدامات کیے جا رہے ہیں ترقیاتی منصوبوں پر کام جاری ہے میرپور آزاد کشمیر پاکستان حکومت وزیراعظم کے حوالے سے اجلاس منعقد ہوا جس میں اہم فیصلے کیے گئے عوام کے مسائل حل کرنے کے لیے اقدامات کیے جا رہے ہیں ترقیاتی منصوبوں پر کام جاری ہے میرپور آزاد کشمیر پاکستان حکومت وزیراعظم کے حوالے سے اجلاس منعقد ہوا جس میں اہم فیصلے کیے گئے عوام کے مسائل حل کرنے کے لیے اقدامات کیے جا رہے ہیں ترقیاتی منصوبوں پر کام جاری ہے میرپور آزاد کشمیر پاکستان حکومت وزیراعظم کے حوالے سے اجلاس منعقد ہوا جس میں اہم فیصلے کیے گئے عوام کے مسائل حل کرنے کے لیے اقدامات کیے جا رہے ہیں ترقیاتی منصوبوں پر کام جاری ہے میرپور آزاد کشمیر پاکستان حکومت وزیراعظم کے حوالے سے اجلاس منعقد ہوا جس میں اہم فیصلے کیے گئے عوام کے مسائل حل کرنے کے لیے اقدامات کیے جا رہے ہیں ترقیاتی منصوبوں پر کام جاری ہے میرپور آزاد کشمیر پاکستان حکومت وزیراعظم کے حوالے سے اجلاس منعقد ہوا جس میں اہم فیصلے کیے گئے عوام کے مسائل حل کرنے کے لیے اقدامات کیے جا رہے ہیں ترقیاتی منصوبوں پر کام جاری ہے میرپور آزاد کشمیر پاکستان حکومت وزیراعظم کے حوالے سے اجلاس منعقد ہوا جس میں اہم فیصلے کیے گئے عوام کے مسائل حل کرنے کے لیے اقدامات کیے جا رہے ہیں ترقیاتی منصوبوں پر کام جاری ہے میرپور آزاد کشمیر پاکستان حکومت وزیراعظم کے حوالے سے اجلاس منعقد ہوا جس میں اہم فیصلے کیے گئے عوام کے مسائل حل کرنے کے لیے اقدامات کیے جا رہے ہیں ترقیاتی منصوبوں پر کام جاری ہے — [224, 1104, 278, 1553]
story-number-tag — [3, 1174, 54, 1181]
story-text: میرپور آزاد کشمیر پاکستان حکومت وزیراعظم کے حوالے سے اجلاس منعقد ہوا جس میں اہم فیصلے کیے گئے عوام کے مسائل حل کرنے کے لیے اقدامات کیے جا رہے ہیں ترقیاتی منصوبوں پر کام جاری ہے میرپور آزاد کشمیر پاکستان حکومت وزیراعظم کے حوالے سے اجلاس منعقد ہوا جس میں اہم فیصلے کیے گئے عوام کے مسائل حل کرنے کے لیے اقدامات کیے جا رہے ہیں ترقیاتی منصوبوں پر کام جاری ہے میرپور آزاد کشمیر پاکستان حکومت وزیراعظم کے حوالے سے اجلاس منعقد ہوا جس میں اہم فیصلے کیے گئے عوام کے مسائل حل کرنے کے لیے اقدامات کیے جا رہے ہیں ترقیاتی منصوبوں پر کام جاری ہے میرپور آزاد کشمیر پاکستان حکومت وزیراعظم کے حوالے سے اجلاس منعقد ہوا جس میں اہم فیصلے کیے گئے عوام کے مسائل حل کرنے کے لیے اقدامات کیے جا رہے ہیں ترقیاتی منصوبوں پر کام جاری ہے میرپور آزاد کشمیر پاکستان حکومت وزیراعظم کے حوالے سے اجلاس منعقد ہوا جس میں اہم فیصلے کیے گئے عوام کے مسائل حل کرنے کے لیے اقدامات کیے جا رہے ہیں ترقیاتی منصوبوں پر کام جاری ہے میرپور آزاد کشمیر پاکستان حکومت وزیراعظم کے حوالے سے اجلاس منعقد ہوا جس میں اہم فیصلے کیے گئے عوام کے مسائل حل کرنے کے لیے اقدامات کیے جا رہے ہیں ترقیاتی منصوبوں پر کام جاری ہے میرپور آزاد کشمیر پاکستان حکومت وزیراعظم کے حوالے سے اجلاس منعقد ہوا جس میں اہم فیصلے کیے گئے عوام کے مسائل حل کرنے کے لیے اقدامات کیے جا رہے ہیں ترقیاتی منصوبوں پر کام جاری ہے میرپور آزاد کشمیر پاکستان حکومت وزیراعظم کے حوالے سے اجلاس منعقد ہوا جس میں اہم فیصلے کیے گئے عوام کے مسائل حل کرنے کے لیے اقدامات کیے جا رہے ہیں ترقیاتی منصوبوں پر کام جاری ہے میرپور آزاد کشمیر پاکستان حکومت وزیراعظم کے حوالے سے اجلاس منعقد ہوا جس میں اہم فیصلے کیے گئے عوام کے مسائل حل کرنے کے لیے اقدامات کیے جا رہے ہیں ترقیاتی منصوبوں پر کام جاری ہے میرپور آزاد کشمیر پاکستان حکومت وزیراعظم کے حوالے سے اجلاس منعقد ہوا جس میں اہم فیصلے کیے گئے عوام کے مسائل حل کرنے کے لیے اقدامات کیے جا رہے ہیں ترقیاتی منصوبوں پر کام جاری ہے میرپور آزاد کشمیر پاکستان حکومت وزیراعظم کے حوالے سے اجلاس منعقد ہوا جس میں اہم فیصلے کیے گئے عوام کے مسائل حل کرنے کے لیے اقدامات کیے جا رہے ہیں ترقیاتی منصوبوں پر کام جاری ہے میرپور آزاد کشمیر پاکستان حکومت وزیراعظم کے حوالے سے اجلاس منعقد ہوا جس میں اہم فیصلے کیے گئے عوام کے مسائل حل کرنے کے لیے اقدامات کیے جا رہے ہیں ترقیاتی منصوبوں پر کام جاری ہے میرپور آزاد کشمیر پاکستان حکومت وزیراعظم کے حوالے سے اجلاس منعقد ہوا جس میں اہم فیصلے کیے گئے عوام کے مسائل حل کرنے کے لیے اقدامات کیے جا رہے ہیں ترقیاتی منصوبوں پر کام جاری ہے میرپور آزاد کشمیر پاکستان حکومت وزیراعظم کے حوالے سے اجلاس منعقد ہوا جس میں اہم فیصلے کیے گئے عوام کے مسائل حل کرنے کے لیے اقدامات کیے جا رہے ہیں ترقیاتی منصوبوں پر کام جاری ہے میرپور آزاد کشمیر پاکستان حکومت وزیراعظم کے حوالے سے اجلاس منعقد ہوا جس میں اہم فیصلے کیے گئے عوام کے مسائل حل کرنے کے لیے اقدامات کیے جا رہے ہیں ترقیاتی منصوبوں پر کام جاری ہے میرپور آزاد کشمیر پاکستان حکومت وزیراعظم کے حوالے سے اجلاس منعقد ہوا جس میں اہم فیصلے کیے گئے عوام کے مسائل حل کرنے کے لیے اقدامات کیے جا رہے ہیں ترقیاتی منصوبوں پر کام جاری ہے میرپور آزاد کشمیر پاکستان حکومت وزیراعظم کے حوالے سے اجلاس منعقد ہوا جس میں اہم فیصلے کیے گئے عوام کے مسائل حل کرنے کے لیے اقدامات کیے جا رہے ہیں ترقیاتی منصوبوں پر کام جاری ہے میرپور آزاد کشمیر پاکستان حکومت وزیراعظم کے حوالے سے اجلاس منعقد ہوا جس میں اہم فیصلے کیے گئے عوام کے مسائل حل کرنے کے لیے اقدامات کیے جا رہے ہیں ترقیاتی منصوبوں پر کام جاری ہے میرپور آزاد کشمیر پاکستان حکومت وزیراعظم کے حوالے سے اجلاس منعقد ہوا جس میں اہم فیصلے کیے گئے عوام کے مسائل حل کرنے کے لیے اقدامات کیے جا رہے ہیں ترقیاتی منصوبوں پر کام جاری ہے میرپور آزاد کشمیر پاکستان حکومت وزیراعظم کے حوالے سے اجلاس منعقد ہوا جس میں اہم فیصلے کیے گئے عوام کے مسائل حل کرنے کے لیے اقدامات کیے جا رہے ہیں ترقیاتی منصوبوں پر کام جاری ہے — [335, 60, 389, 588]
story-number: 64 — [319, 51, 332, 59]
story-number-tag — [336, 1910, 388, 1918]
news-story — [391, 513, 444, 1051]
story-text: میرپور آزاد کشمیر پاکستان حکومت وزیراعظم کے حوالے سے اجلاس منعقد ہوا جس میں اہم فیصلے کیے گئے عوام کے مسائل حل کرنے کے لیے اقدامات کیے جا رہے ہیں ترقیاتی منصوبوں پر کام جاری ہے میرپور آزاد کشمیر پاکستان حکومت وزیراعظم کے حوالے سے اجلاس منعقد ہوا جس میں اہم فیصلے کیے گئے عوام کے مسائل حل کرنے کے لیے اقدامات کیے جا رہے ہیں ترقیاتی منصوبوں پر کام جاری ہے میرپور آزاد کشمیر پاکستان حکومت وزیراعظم کے حوالے سے اجلاس منعقد ہوا جس میں اہم فیصلے کیے گئے عوام کے مسائل حل کرنے کے لیے اقدامات کیے جا رہے ہیں ترقیاتی منصوبوں پر کام جاری ہے میرپور آزاد کشمیر پاکستان حکومت وزیراعظم کے حوالے سے اجلاس منعقد ہوا جس میں اہم فیصلے کیے گئے عوام کے مسائل حل کرنے کے لیے اقدامات کیے جا رہے ہیں ترقیاتی منصوبوں پر کام جاری ہے میرپور آزاد کشمیر پاکستان حکومت وزیراعظم کے حوالے سے اجلاس منعقد ہوا جس میں اہم فیصلے کیے گئے عوام کے مسائل حل کرنے کے لیے اقدامات کیے جا رہے ہیں ترقیاتی منصوبوں پر کام جاری ہے میرپور آزاد کشمیر پاکستان حکومت وزیراعظم کے حوالے سے اجلاس منعقد ہوا جس میں اہم فیصلے کیے گئے عوام کے مسائل حل کرنے کے لیے اقدامات کیے جا رہے ہیں ترقیاتی منصوبوں پر کام جاری ہے میرپور آزاد کشمیر پاکستان حکومت وزیراعظم کے حوالے سے اجلاس منعقد ہوا جس میں اہم فیصلے کیے گئے عوام کے مسائل حل کرنے کے لیے اقدامات کیے جا رہے ہیں ترقیاتی منصوبوں پر کام جاری ہے میرپور آزاد کشمیر پاکستان حکومت وزیراعظم کے حوالے سے اجلاس منعقد ہوا جس میں اہم فیصلے کیے گئے عوام کے مسائل حل کرنے کے لیے اقدامات کیے جا رہے ہیں ترقیاتی منصوبوں پر کام جاری ہے میرپور آزاد کشمیر پاکستان حکومت وزیراعظم کے حوالے سے اجلاس منعقد ہوا جس میں اہم فیصلے کیے گئے عوام کے مسائل حل کرنے کے لیے اقدامات کیے جا رہے ہیں ترقیاتی منصوبوں پر کام جاری ہے میرپور آزاد کشمیر پاکستان حکومت وزیراعظم کے حوالے سے اجلاس منعقد ہوا جس میں اہم فیصلے کیے گئے عوام کے مسائل حل کرنے کے لیے اقدامات کیے جا رہے ہیں ترقیاتی منصوبوں پر کام جاری ہے میرپور آزاد کشمیر پاکستان حکومت وزیراعظم کے حوالے سے اجلاس منعقد ہوا جس میں اہم فیصلے کیے گئے عوام کے مسائل حل کرنے کے لیے اقدامات کیے جا رہے ہیں ترقیاتی منصوبوں پر کام جاری ہے میرپور آزاد کشمیر پاکستان حکومت وزیراعظم کے حوالے سے اجلاس منعقد ہوا جس میں اہم فیصلے کیے گئے عوام کے مسائل حل کرنے کے لیے اقدامات کیے جا رہے ہیں ترقیاتی منصوبوں پر کام جاری ہے میرپور آزاد کشمیر پاکستان حکومت وزیراعظم کے حوالے سے اجلاس منعقد ہوا جس میں اہم فیصلے کیے گئے عوام کے مسائل حل کرنے کے لیے اقدامات کیے جا رہے ہیں ترقیاتی منصوبوں پر کام جاری ہے میرپور آزاد کشمیر پاکستان حکومت وزیراعظم کے حوالے سے اجلاس منعقد ہوا جس میں اہم فیصلے کیے گئے عوام کے مسائل حل کرنے کے لیے اقدامات کیے جا رہے ہیں ترقیاتی منصوبوں پر کام جاری ہے میرپور آزاد کشمیر پاکستان حکومت وزیراعظم کے حوالے سے اجلاس منعقد ہوا جس میں اہم فیصلے کیے گئے عوام کے مسائل حل کرنے کے لیے اقدامات کیے جا رہے ہیں ترقیاتی منصوبوں پر کام جاری ہے میرپور آزاد کشمیر پاکستان حکومت وزیراعظم کے حوالے سے اجلاس منعقد ہوا جس میں اہم فیصلے کیے گئے عوام کے مسائل حل کرنے کے لیے اقدامات کیے جا رہے ہیں ترقیاتی منصوبوں پر کام جاری ہے میرپور آزاد کشمیر پاکستان حکومت وزیراعظم کے حوالے سے اجلاس منعقد ہوا جس میں اہم فیصلے کیے گئے عوام کے مسائل حل کرنے کے لیے اقدامات کیے جا رہے ہیں ترقیاتی منصوبوں پر کام جاری ہے میرپور آزاد کشمیر پاکستان حکومت وزیراعظم کے حوالے سے اجلاس منعقد ہوا جس میں اہم فیصلے کیے گئے عوام کے مسائل حل کرنے کے لیے اقدامات کیے جا رہے ہیں ترقیاتی منصوبوں پر کام جاری ہے میرپور آزاد کشمیر پاکستان حکومت وزیراعظم کے حوالے سے اجلاس منعقد ہوا جس میں اہم فیصلے کیے گئے عوام کے مسائل حل کرنے کے لیے اقدامات کیے جا رہے ہیں ترقیاتی منصوبوں پر کام جاری ہے میرپور آزاد کشمیر پاکستان حکومت وزیراعظم کے حوالے سے اجلاس منعقد ہوا جس میں اہم فیصلے کیے گئے عوام کے مسائل حل کرنے کے لیے اقدامات کیے جا رہے ہیں ترقیاتی منصوبوں پر کام جاری ہے میرپور آزاد کشمیر پاکستان حکومت وزیراعظم کے حوالے سے اجلاس منعقد ہوا جس میں اہم فیصلے کیے گئے عوام کے مسائل حل کرنے کے لیے اقدامات کیے جا — [168, 2028, 222, 2575]
news-story — [391, 51, 444, 510]
story-number-tag — [336, 1212, 388, 1219]
news-column — [56, 11, 112, 2575]
news-story — [280, 2136, 333, 2576]
story-number: 95 — [41, 2206, 54, 2214]
email-box — [313, 37, 396, 49]
monument-photo — [280, 14, 312, 49]
story-number: 67 — [319, 1595, 332, 1603]
story-text: میرپور آزاد کشمیر پاکستان حکومت وزیراعظم کے حوالے سے اجلاس منعقد ہوا جس میں اہم فیصلے کیے گئے عوام کے مسائل حل کرنے کے لیے اقدامات کیے جا رہے ہیں ترقیاتی منصوبوں پر کام جاری ہے میرپور آزاد کشمیر پاکستان حکومت وزیراعظم کے حوالے سے اجلاس منعقد ہوا جس میں اہم فیصلے کیے گئے عوام کے مسائل حل کرنے کے لیے اقدامات کیے جا رہے ہیں ترقیاتی منصوبوں پر کام جاری ہے میرپور آزاد کشمیر پاکستان حکومت وزیراعظم کے حوالے سے اجلاس منعقد ہوا جس میں اہم فیصلے کیے گئے عوام کے مسائل حل کرنے کے لیے اقدامات کیے جا رہے ہیں ترقیاتی منصوبوں پر کام جاری ہے میرپور آزاد کشمیر پاکستان حکومت وزیراعظم کے حوالے سے اجلاس منعقد ہوا جس میں اہم فیصلے کیے گئے عوام کے مسائل حل کرنے کے لیے اقدامات کیے جا رہے ہیں ترقیاتی منصوبوں پر کام جاری ہے میرپور آزاد کشمیر پاکستان حکومت وزیراعظم کے حوالے سے اجلاس منعقد ہوا جس میں اہم فیصلے کیے گئے عوام کے مسائل حل کرنے کے لیے اقدامات کیے جا رہے ہیں ترقیاتی منصوبوں پر کام جاری ہے میرپور آزاد کشمیر پاکستان حکومت وزیراعظم کے حوالے سے اجلاس منعقد ہوا جس میں اہم فیصلے کیے گئے عوام کے مسائل حل کرنے کے لیے اقدامات کیے جا رہے ہیں ترقیاتی منصوبوں پر کام جاری ہے میرپور آزاد کشمیر پاکستان حکومت وزیراعظم کے حوالے سے اجلاس منعقد ہوا جس میں اہم فیصلے کیے گئے عوام کے مسائل حل کرنے کے لیے اقدامات کیے جا رہے ہیں ترقیاتی منصوبوں پر کام جاری ہے میرپور آزاد کشمیر پاکستان حکومت وزیراعظم کے حوالے سے اجلاس منعقد ہوا جس میں اہم فیصلے کیے گئے عوام کے مسائل حل کرنے کے لیے اقدامات کیے جا رہے ہیں ترقیاتی منصوبوں پر کام جاری ہے میرپور آزاد کشمیر پاکستان حکومت وزیراعظم کے حوالے سے اجلاس منعقد ہوا جس میں اہم فیصلے کیے گئے عوام کے مسائل حل کرنے کے لیے اقدامات کیے جا رہے ہیں ترقیاتی منصوبوں پر کام جاری ہے میرپور آزاد کشمیر پاکستان حکومت وزیراعظم کے حوالے سے اجلاس منعقد ہوا جس میں اہم فیصلے کیے گئے عوام کے مسائل حل کرنے کے لیے اقدامات کیے جا رہے ہیں ترقیاتی منصوبوں پر کام جاری ہے میرپور آزاد کشمیر پاکستان حکومت وزیراعظم کے حوالے سے اجلاس منعقد ہوا جس میں اہم فیصلے کیے گئے عوام کے مسائل حل کرنے کے لیے اقدامات کیے جا رہے ہیں ترقیاتی منصوبوں پر کام جاری ہے میرپور آزاد کشمیر پاکستان حکومت وزیراعظم کے حوالے سے اجلاس منعقد ہوا جس میں اہم فیصلے کیے گئے عوام کے مسائل حل کرنے کے لیے اقدامات کیے جا رہے ہیں ترقیاتی منصوبوں پر کام جاری ہے میرپور آزاد کشمیر پاکستان حکومت وزیراعظم کے حوالے سے اجلاس منعقد ہوا جس میں اہم فیصلے کیے گئے عوام کے مسائل حل کرنے کے لیے اقدامات کیے جا رہے ہیں ترقیاتی منصوبوں پر کام جاری ہے میرپور آزاد کشمیر پاکستان حکومت وزیراعظم کے حوالے سے اجلاس منعقد ہوا جس میں اہم فیصلے کیے گئے عوام کے مسائل حل کرنے کے لیے اقدا — [2, 2215, 55, 2576]
story-number: 89 — [96, 1174, 110, 1181]
story-number: 90 — [96, 1872, 110, 1880]
story-number: 68 — [319, 2136, 332, 2144]
phone-number: 05827-451597 — [351, 22, 382, 27]
story-number-tag — [392, 51, 443, 59]
story-text: میرپور آزاد کشمیر پاکستان حکومت وزیراعظم کے حوالے سے اجلاس منعقد ہوا جس میں اہم فیصلے کیے گئے عوام کے مسائل حل کرنے کے لیے اقدامات کیے جا رہے ہیں ترقیاتی منصوبوں پر کام جاری ہے میرپور آزاد کشمیر پاکستان حکومت وزیراعظم کے حوالے سے اجلاس منعقد ہوا جس میں اہم فیصلے کیے گئے عوام کے مسائل حل کرنے کے لیے اقدامات کیے جا رہے ہیں ترقیاتی منصوبوں پر کام جاری ہے میرپور آزاد کشمیر پاکستان حکومت وزیراعظم کے حوالے سے اجلاس منعقد ہوا جس میں اہم فیصلے کیے گئے عوام کے مسائل حل کرنے کے لیے اقدامات کیے جا رہے ہیں ترقیاتی منصوبوں پر کام جاری ہے میرپور آزاد کشمیر پاکستان حکومت وزیراعظم کے حوالے سے اجلاس منعقد ہوا جس میں اہم فیصلے کیے گئے عوام کے مسائل حل کرنے کے لیے اقدامات کیے جا رہے ہیں ترقیاتی منصوبوں پر کام جاری ہے میرپور آزاد کشمیر پاکستان حکومت وزیراعظم کے حوالے سے اجلاس منعقد ہوا جس میں اہم فیصلے کیے گئے عوام کے مسائل حل کرنے کے لیے اقدامات کیے جا رہے ہیں ترقیاتی منصوبوں پر کام جاری ہے میرپور آزاد کشمیر پاکستان حکومت وزیراعظم کے حوالے سے اجلاس منعقد ہوا جس میں اہم فیصلے کیے گئے عوام کے مسائل حل کرنے کے لیے اقدامات کیے جا رہے ہیں ترقیاتی منصوبوں پر کام جاری ہے میرپور آزاد کشمیر پاکستان حکومت وزیراعظم کے حوالے سے اجلاس منعقد ہوا جس میں اہم فیصلے کیے گئے عوام کے مسائل حل کرنے کے لیے اقدامات کیے جا رہے ہیں ترقیاتی منصوبوں پر کام جاری ہے میرپور آزاد کشمیر پاکستان حکومت وزیراعظم کے حوالے سے اجلاس منعقد ہوا جس میں اہم فیصلے کیے گئے عوام کے مسائل حل کرنے کے لیے اقدامات کیے جا رہے ہیں ترقیاتی منصوبوں پر کام جاری ہے میرپور آزاد کشمیر پاکستان حکومت وزیراعظم کے حوالے سے اجلاس منعقد ہوا جس میں اہم فیصلے کیے گئے عوام کے مسائل حل کرنے کے لیے اقدامات کیے جا رہے ہیں ترقیاتی منصوبوں پر کام جاری ہے میرپور آزاد کشمیر پاکستان حکومت وزیراعظم کے حوالے سے اجلاس منعقد ہوا جس میں اہم فیصلے کیے گئے عوام کے مسائل حل کرنے کے لیے اقدامات کیے جا رہے ہیں ترقیاتی منصوبوں پر کام جاری ہے میرپور آزاد کشمیر پاکستان حکومت وزیراعظم کے حوالے سے اجلاس منعقد ہوا جس میں اہم فیصلے کیے گئے عوام کے مسائل حل کرنے کے لیے اقدامات کیے جا رہے ہیں ترقیاتی منصوبوں پر کام جاری ہے میرپور آزاد کشمیر پاکستان حکومت وزیراعظم کے حوالے سے اجلاس منعقد ہوا جس میں اہم فیصلے کیے گئے عوام کے مسائل حل کرنے کے لیے اقدامات کیے جا رہے ہیں ترقیاتی منصوبوں پر کام جاری ہے میرپور آزاد کشمیر پاکستان حکومت وزیراعظم کے حوالے سے اجلاس منعقد ہوا جس میں اہم فیصلے کیے گئے عوام کے مسائل حل کرنے کے لیے اقدامات کیے جا رہے ہیں ترقیاتی منصوبوں پر کام جاری ہے میرپور آزاد کشمیر پاکستان حکومت وزیراعظم کے حوالے سے اجلاس منعقد ہوا جس میں اہم فیصلے کیے گئے عوام کے مسائل حل کرنے کے لیے اقدامات کیے جا رہے ہیں ترقیاتی منصوبوں پر کام جاری ہے میرپور آزاد کشمیر پاکستان حکومت وزیراعظم کے حوالے سے اجلاس منعقد ہوا جس میں اہم فیصلے کیے گئے عوام کے مسائل حل کرنے کے لیے اقدامات کیے جا رہے ہیں ترقیاتی منصوبوں پر کام جاری ہے میرپور آزاد کشمیر پاکستان حکومت وزیراعظم کے حوالے سے اجلاس منعقد ہوا جس میں اہم فیصلے کیے گئے عوام کے مسائل حل کرنے کے لیے اقدامات کیے جا رہے ہیں ترقیاتی منصوبوں پر کام جاری ہے میرپور آزاد کشمیر پاکستان حکومت وزیراعظم کے حوالے سے اجلاس منعقد ہوا جس میں اہم فیصلے کیے گئے عوام کے مسائل حل کرنے کے لیے اقدامات کیے جا رہے ہیں ترقیاتی منصوبوں پر کام جاری ہے میرپور آزاد کشمیر پاکستان حکومت وزیراعظم کے حوالے سے اجلاس منعقد ہوا جس میں اہم فیصلے کیے گئے عوام کے مسائل حل کرنے کے لیے اقدامات کیے جا رہے ہیں ترقیاتی منصوبوں پر کام جاری ہے میرپور آزاد کشمیر پاکستان حکومت وزیراعظم کے حوالے سے اجلاس منعقد ہوا جس میں اہم فیصلے کیے گئے عوام کے مسائل حل کرنے کے لیے اقدامات کیے جا رہے ہیں ترقیاتی منصوبوں پر کام جاری ہے میرپور آزاد کشمیر پاکستان حکومت وزیراعظم کے حوالے سے اجلاس منعقد ہوا جس میں اہم فیصلے کیے گئے عوام کے مسائل حل کرنے کے لیے اقدامات کیے جا رہے ہیں ترقیاتی منصوبوں پر کام جاری ہے — [391, 522, 444, 1050]
story-number-tag — [169, 858, 221, 866]
news-column — [278, 49, 334, 2576]
story-number-tag — [58, 1872, 110, 1880]
news-story — [280, 51, 333, 747]
story-text: میرپور آزاد کشمیر پاکستان حکومت وزیراعظم کے حوالے سے اجلاس منعقد ہوا جس میں اہم فیصلے کیے گئے عوام کے مسائل حل کرنے کے لیے اقدامات کیے جا رہے ہیں ترقیاتی منصوبوں پر کام جاری ہے میرپور آزاد کشمیر پاکستان حکومت وزیراعظم کے حوالے سے اجلاس منعقد ہوا جس میں اہم فیصلے کیے گئے عوام کے مسائل حل کرنے کے لیے اقدامات کیے جا رہے ہیں ترقیاتی منصوبوں پر کام جاری ہے میرپور آزاد کشمیر پاکستان حکومت وزیراعظم کے حوالے سے اجلاس منعقد ہوا جس میں اہم فیصلے کیے گئے عوام کے مسائل حل کرنے کے لیے اقدامات کیے جا رہے ہیں ترقیاتی منصوبوں پر کام جاری ہے میرپور آزاد کشمیر پاکستان حکومت وزیراعظم کے حوالے سے اجلاس منعقد ہوا جس میں اہم فیصلے کیے گئے عوام کے مسائل حل کرنے کے لیے اقدامات کیے جا رہے ہیں ترقیاتی منصوبوں پر کام جاری ہے میرپور آزاد کشمیر پاکستان حکومت وزیراعظم کے حوالے سے اجلاس منعقد ہوا جس میں اہم فیصلے کیے گئے عوام کے مسائل حل کرنے کے لیے اقدامات کیے جا رہے ہیں ترقیاتی منصوبوں پر کام جاری ہے میرپور آزاد کشمیر پاکستان حکومت وزیراعظم کے حوالے سے اجلاس منعقد ہوا جس میں اہم فیصلے کیے گئے عوام کے مسائل حل کرنے کے لیے اقدامات کیے جا رہے ہیں ترقیاتی منصوبوں پر کام جاری ہے میرپور آزاد کشمیر پاکستان حکومت وزیراعظم کے حوالے سے اجلاس منعقد ہوا جس میں اہم فیصلے کیے گئے عوام کے مسائل حل کرنے کے لیے اقدامات کیے جا رہے ہیں ترقیاتی منصوبوں پر کام جاری ہے میرپور آزاد کشمیر پاکستان حکومت وزیراعظم کے حوالے سے اجلاس منعقد ہوا جس میں اہم فیصلے کیے گئے عوام کے مسائل حل کرنے کے لیے اقدامات کیے جا رہے ہیں ترقیاتی منصوبوں پر کام جاری ہے میرپور آزاد کشمیر پاکستان حکومت وزیراعظم کے حوالے سے اجلاس منعقد ہوا جس میں اہم فیصلے کیے گئے عوام کے مسائل حل کرنے کے لیے اقدامات کیے جا رہے ہیں ترقیاتی منصوبوں پر کام جاری ہے میرپور آزاد کشمیر پاکستان حکومت وزیراعظم کے حوالے سے اجلاس منعقد ہوا جس میں اہم فیصلے کیے گئے عوام کے مسائل حل کرنے کے لیے اقدامات کیے جا رہے ہیں ترقیاتی منصوبوں پر کام جاری ہے میرپور آزاد کشمیر پاکستان حکومت وزیراعظم کے حوالے سے اجلاس منعقد ہوا جس میں اہم فیصلے کیے گئے عوام کے مسائل حل کرنے کے لیے اقدامات کیے جا رہے ہیں ترقیاتی منصوبوں پر کام جاری ہے میرپور آزاد کشمیر پاکستان حکومت وزیراعظم کے حوالے سے اجلاس منعقد ہوا جس میں اہم فیصلے کیے گئے عوام کے مسائل حل کرنے کے لیے اقدامات کیے جا رہے ہیں ترقیاتی منصوبوں پر کام جاری ہے میرپور آزاد کشمیر پاکستان حکومت وزیراعظم کے حوالے سے اجلاس منعقد ہوا جس میں اہم فیصلے کیے گئے عوام کے مسائل حل کرنے کے لیے اقدامات کیے جا رہے ہیں ترقیاتی منصوبوں پر کام جاری ہے میرپور آزاد کشمیر پاکستان حکومت وزیراعظم کے حوالے سے اجلاس منعقد ہوا جس میں اہم فیصلے کیے گئے عوام کے مسائل حل کرنے کے لیے اقدامات کیے جا رہے ہیں ترقیاتی منصوبوں پر کام جاری ہے — [224, 721, 278, 1091]
story-number-tag — [392, 1054, 443, 1062]
story-number-tag — [58, 13, 110, 21]
story-number: 54 — [430, 1674, 443, 1682]
story-text: میرپور آزاد کشمیر پاکستان حکومت وزیراعظم کے حوالے سے اجلاس منعقد ہوا جس میں اہم فیصلے کیے گئے عوام کے مسائل حل کرنے کے لیے اقدامات کیے جا رہے ہیں ترقیاتی منصوبوں پر کام جاری ہے میرپور آزاد کشمیر پاکستان حکومت وزیراعظم کے حوالے سے اجلاس منعقد ہوا جس میں اہم فیصلے کیے گئے عوام کے مسائل حل کرنے کے لیے اقدامات کیے جا رہے ہیں ترقیاتی منصوبوں پر کام جاری ہے میرپور آزاد کشمیر پاکستان حکومت وزیراعظم کے حوالے سے اجلاس منعقد ہوا جس میں اہم فیصلے کیے گئے عوام کے مسائل حل کرنے کے لیے اقدامات کیے جا رہے ہیں ترقیاتی منصوبوں پر کام جاری ہے میرپور آزاد کشمیر پاکستان حکومت وزیراعظم کے حوالے سے اجلاس منعقد ہوا جس میں اہم فیصلے کیے گئے عوام کے مسائل حل کرنے کے لیے اقدامات کیے جا رہے ہیں ترقیاتی منصوبوں پر کام جاری ہے میرپور آزاد کشمیر پاکستان حکومت وزیراعظم کے حوالے سے اجلاس منعقد ہوا جس میں اہم فیصلے کیے گئے عوام کے مسائل حل کرنے کے لیے اقدامات کیے جا رہے ہیں ترقیاتی منصوبوں پر کام جاری ہے میرپور آزاد کشمیر پاکستان حکومت وزیراعظم کے حوالے سے اجلاس منعقد ہوا جس میں اہم فیصلے کیے گئے عوام کے مسائل حل کرنے کے لیے اقدامات کیے جا رہے ہیں ترقیاتی منصوبوں پر کام جاری ہے میرپور آزاد کشمیر پاکستان حکومت وزیراعظم کے حوالے سے اجلاس منعقد ہوا جس میں اہم فیصلے کیے گئے عوام کے مسائل حل کرنے کے لیے اقدامات کیے جا رہے ہیں ترقیاتی منصوبوں پر کام جاری ہے میرپور آزاد کشمیر پاکستان حکومت وزیراعظم کے حوالے سے اجلاس منعقد ہوا جس میں اہم فیصلے کیے گئے عوام کے مسائل حل کرنے کے لیے اقدامات کیے جا رہے ہیں ترقیاتی منصوبوں پر کام جاری ہے میرپور آزاد کشمیر پاکستان حکومت وزیراعظم کے حوالے سے اجلاس منعقد ہوا جس میں اہم فیصلے کیے گئے عوام کے مسائل حل کرنے کے لیے اقدامات کیے جا رہے ہیں ترقیاتی منصوبوں پر کام جاری ہے میرپور آزاد کشمیر پاکستان حکومت وزیراعظم کے حوالے سے اجلاس منعقد ہوا جس میں اہم فیصلے کیے گئے عوام کے مسائل حل کرنے کے لیے اقدامات کیے جا رہے ہیں ترقیاتی منصوبوں پر کام جاری ہے میرپور آزاد کشمیر پاکستان حکومت وزیراعظم کے حوالے سے اجلاس منعقد ہوا جس میں اہم فیصلے کیے گئے عوام کے مسائل حل کرنے کے لیے اقدامات کیے جا رہے ہیں ترقیاتی منصوبوں پر کام جاری ہے میرپور آزاد کشمیر پاکستان حکومت وزیراعظم کے حوالے سے اجلاس منعقد ہوا جس میں اہم فیصلے کیے گئے عوام کے مسائل حل کرنے کے لیے اقدامات کیے جا رہے ہیں ترقیاتی منصوبوں پر کام جاری ہے میرپور آزاد کشمیر پاکستان حکومت وزیراعظم کے حوالے سے اجلاس منعقد ہوا جس میں اہم فیصلے کیے گئے عوام کے مسائل حل کرنے کے لیے اقدامات کیے جا رہے ہیں ترقیاتی منصوبوں پر کام جاری ہے میرپور آزاد کشمیر پاکستان حکومت وزیراعظم کے حوالے سے اجلاس منعقد ہوا جس میں اہم فیصلے کیے گئے عوام کے مسائل حل کرنے کے لیے اقدامات کیے جا رہے ہیں ترقیاتی منصوبوں پر کام جاری ہے میرپور آزاد کشمیر پاکستان حکومت وزیراعظم کے حوالے سے اجلاس منعقد ہوا جس میں اہم فیصلے کیے گئے عوام کے مسائل حل کرنے کے لیے اقدامات کیے جا رہے ہیں ترقیاتی منصوبوں پر کام جاری ہے میرپور آزاد کشمیر پاکستان حکومت وزیراعظم کے حوالے سے اجلاس منعقد ہوا جس میں اہم فیصلے کیے گئے عوام کے مسائل حل کرنے کے لیے اقدامات کیے جا رہے ہیں ترقیاتی منصوبوں پر کام جاری ہے میرپور آزاد کشمیر پاکستان حکومت وزیراعظم کے حوالے سے اجلاس منعقد ہوا جس میں اہم فیصلے کیے گئے عوام کے مسائل حل کرنے کے لیے اقدامات کیے جا رہے ہیں ترقیاتی منصوبوں پر کام جاری ہے میرپور آزاد کشمیر پاکستان حکومت وزیراعظم کے حوالے سے اجلاس منعقد ہوا جس میں اہم فیصلے کیے گئے عوام کے مسائل حل کرنے کے لیے اقدامات کیے جا رہے ہیں ترقیاتی منصوبوں پر کام جاری ہے میرپور آزاد کشمیر پاکستان حکومت وزیراعظم کے حوالے سے اجلاس منعقد ہوا جس میں اہم فیصلے کیے گئے عوام کے مسائل حل کرنے کے لیے اقدامات کیے جا رہے ہیں ترقیاتی منصوبوں پر کام جاری ہے میرپور آزاد کشمیر پاکستان حکومت وزیراعظم کے حوالے سے اجلاس منعقد ہوا جس میں اہم فیصلے کیے گئے عوام کے مسائل حل کرنے کے لیے اقدامات کیے جا رہے ہیں ترقیاتی منصوبوں پر کام جاری ہے میرپور آزاد کشمیر پاکستان حکومت وزیراعظم کے حوالے سے اجلاس منعقد ہوا جس میں اہم فیصلے کیے گئے عوام کے مسائل حل کرنے کے لیے اقدامات کیے جا رہے ہیں ترقیاتی منصوبوں پر کام جاری ہے میرپور آزاد کشمیر پاکستان حکومت وزیراعظم کے حوالے سے اجلاس منعقد ہوا جس میں اہم فیصلے کیے گئے عوام کے مسائل حل کرنے کے لیے اقدامات کیے جا رہے ہیں ترقیاتی منصوبوں پر کام جاری ہے میرپور آزاد کشمیر پاکستان حکومت وزیراعظم کے حوالے سے اجلاس منعقد ہوا جس میں اہم فیصلے کیے گئے عوام کے مسائل حل کرنے کے لیے اقدامات کیے جا رہے ہیں ترقیاتی منصوبوں پر کام جاری ہے میرپور آزاد کشمیر پاکستان حکومت وزیراعظم کے حوالے سے اجلاس منعقد ہوا جس میں اہم فیصلے کیے گئے عوام کے مسائل حل کرنے کے لیے اقدامات کیے جا رہے ہیں ترقیاتی منصوبوں پر کام جاری ہے میرپور آزاد کشمیر پاکستان حکومت وزیراعظم کے حوالے سے اجلاس منعقد ہوا جس میں اہم فیصلے کیے گئے عوام کے مسائل حل کرنے کے لیے اقدامات کیے جا رہے ہیں ترقیاتی منصوبوں پر کام جاری ہے میرپور آزاد کشمیر پاکستان حکومت وزیراعظم کے حوالے سے اجلاس منعقد ہوا جس میں اہم فیصلے کیے گئے عوام کے مسائل حل کرنے کے لیے اقدامات کیے جا رہے ہیں ترقیاتی منصوبوں پر کام جاری ہے — [335, 1221, 389, 1907]
story-number: 77 — [208, 858, 221, 866]
news-story — [335, 1910, 389, 2291]
story-number-tag — [336, 2294, 388, 2301]
story-number-tag — [225, 711, 277, 719]
story-number: 61 — [374, 2294, 388, 2301]
news-story — [113, 13, 166, 393]
story-number-tag — [3, 554, 54, 562]
story-number: 92 — [41, 13, 54, 21]
news-story — [280, 750, 333, 1130]
story-number: 70 — [263, 711, 277, 719]
news-story — [168, 13, 222, 393]
story-text: میرپور آزاد کشمیر پاکستان حکومت وزیراعظم کے حوالے سے اجلاس منعقد ہوا جس میں اہم فیصلے کیے گئے عوام کے مسائل حل کرنے کے لیے اقدامات کیے جا رہے ہیں ترقیاتی منصوبوں پر کام جاری ہے میرپور آزاد کشمیر پاکستان حکومت وزیراعظم کے حوالے سے اجلاس منعقد ہوا جس میں اہم فیصلے کیے گئے عوام کے مسائل حل کرنے کے لیے اقدامات کیے جا رہے ہیں ترقیاتی منصوبوں پر کام جاری ہے میرپور آزاد کشمیر پاکستان حکومت وزیراعظم کے حوالے سے اجلاس منعقد ہوا جس میں اہم فیصلے کیے گئے عوام کے مسائل حل کرنے کے لیے اقدامات کیے جا رہے ہیں ترقیاتی منصوبوں پر کام جاری ہے میرپور آزاد کشمیر پاکستان حکومت وزیراعظم کے حوالے سے اجلاس منعقد ہوا جس میں اہم فیصلے کیے گئے عوام کے مسائل حل کرنے کے لیے اقدامات کیے جا رہے ہیں ترقیاتی منصوبوں پر کام جاری ہے میرپور آزاد کشمیر پاکستان حکومت وزیراعظم کے حوالے سے اجلاس منعقد ہوا جس میں اہم فیصلے کیے گئے عوام کے مسائل حل کرنے کے لیے اقدامات کیے جا رہے ہیں ترقیاتی منصوبوں پر کام جاری ہے میرپور آزاد کشمیر پاکستان حکومت وزیراعظم کے حوالے سے اجلاس منعقد ہوا جس میں اہم فیصلے کیے گئے عوام کے مسائل حل کرنے کے لیے اقدامات کیے جا رہے ہیں ترقیاتی منصوبوں پر کام جاری ہے میرپور آزاد کشمیر پاکستان حکومت وزیراعظم کے حوالے سے اجلاس منعقد ہوا جس میں اہم فیصلے کیے گئے عوام کے مسائل حل کرنے کے لیے اقدامات کیے جا رہے ہیں ترقیاتی منصوبوں پر کام جاری ہے میرپور آزاد کشمیر پاکستان حکومت وزیراعظم کے حوالے سے اجلاس منعقد ہوا جس میں اہم فیصلے کیے گئے عوام کے مسائل حل کرنے کے لیے اقدامات کیے جا رہے ہیں ترقیاتی منصوبوں پر کام جاری ہے میرپور آزاد کشمیر پاکستان حکومت وزیراعظم کے حوالے سے اجلاس منعقد ہوا جس میں اہم فیصلے کیے گئے عوام کے مسائل حل کرنے کے لیے اقدامات کیے جا رہے ہیں ترقیاتی منصوبوں پر کام جاری ہے میرپور آزاد کشمیر پاکستان حکومت وزیراعظم کے حوالے سے اجلاس منعقد ہوا جس میں اہم فیصلے کیے گئے عوام کے مسائل حل کرنے کے لیے اقدامات کیے جا رہے ہیں ترقیاتی منصوبوں پر کام جاری ہے میرپور آزاد کشمیر پاکستان حکومت وزیراعظم کے حوالے سے اجلاس منعقد ہوا جس میں اہم فیصلے کیے گئے عوام کے مسائل حل کرنے کے لیے اقدامات کیے جا رہے ہیں ترقیاتی منصوبوں پر کام جاری ہے میرپور آزاد کشمیر پاکستان حکومت وزیراعظم کے حوالے سے اجلاس منعقد ہوا جس میں اہم فیصلے کیے گئے عوام کے مسائل حل کرنے کے لیے اقدامات کیے جا رہے ہیں ترقیاتی منصوبوں پر کام جاری ہے میرپور آزاد کشمیر پاکستان حکومت وزیراعظم کے حوالے سے اجلاس منعقد ہوا جس میں اہم فیصلے کیے گئے عوام کے مسائل حل کرنے کے لیے اقدامات کیے جا رہے ہیں ترقیاتی منصوبوں پر کام جاری ہے میرپور آزاد کشمیر پاکستان حکومت وزیراعظم کے حوالے سے اجلاس منعقد ہوا جس میں اہم فیصلے کیے گئے عوام کے مسائل حل کرنے کے لیے اقدامات کیے جا رہے ہیں ترقیاتی منصوبوں پر کام جاری ہے — [113, 22, 166, 393]
news-story — [335, 2294, 389, 2576]
story-text: میرپور آزاد کشمیر پاکستان حکومت وزیراعظم کے حوالے سے اجلاس منعقد ہوا جس میں اہم فیصلے کیے گئے عوام کے مسائل حل کرنے کے لیے اقدامات کیے جا رہے ہیں ترقیاتی منصوبوں پر کام جاری ہے میرپور آزاد کشمیر پاکستان حکومت وزیراعظم کے حوالے سے اجلاس منعقد ہوا جس میں اہم فیصلے کیے گئے عوام کے مسائل حل کرنے کے لیے اقدامات کیے جا رہے ہیں ترقیاتی منصوبوں پر کام جاری ہے میرپور آزاد کشمیر پاکستان حکومت وزیراعظم کے حوالے سے اجلاس منعقد ہوا جس میں اہم فیصلے کیے گئے عوام کے مسائل حل کرنے کے لیے اقدامات کیے جا رہے ہیں ترقیاتی منصوبوں پر کام جاری ہے میرپور آزاد کشمیر پاکستان حکومت وزیراعظم کے حوالے سے اجلاس منعقد ہوا جس میں اہم فیصلے کیے گئے عوام کے مسائل حل کرنے کے لیے اقدامات کیے جا رہے ہیں ترقیاتی منصوبوں پر کام جاری ہے میرپور آزاد کشمیر پاکستان حکومت وزیراعظم کے حوالے سے اجلاس منعقد ہوا جس میں اہم فیصلے کیے گئے عوام کے مسائل حل کرنے کے لیے اقدامات کیے جا رہے ہیں ترقیاتی منصوبوں پر کام جاری ہے میرپور آزاد کشمیر پاکستان حکومت وزیراعظم کے حوالے سے اجلاس منعقد ہوا جس میں اہم فیصلے کیے گئے عوام کے مسائل حل کرنے کے لیے اقدامات کیے جا رہے ہیں ترقیاتی منصوبوں پر کام جاری ہے میرپور آزاد کشمیر پاکستان حکومت وزیراعظم کے حوالے سے اجلاس منعقد ہوا جس میں اہم فیصلے کیے گئے عوام کے مسائل حل کرنے کے لیے اقدامات کیے جا رہے ہیں ترقیاتی منصوبوں پر کام جاری ہے میرپور آزاد کشمیر پاکستان حکومت وزیراعظم کے حوالے سے اجلاس منعقد ہوا جس میں اہم فیصلے کیے گئے عوام کے مسائل حل کرنے کے لیے اقدامات کیے جا رہے ہیں ترقیاتی منصوبوں پر کام جاری ہے میرپور آزاد کشمیر پاکستان حکومت وزیراعظم کے حوالے سے اجلاس منعقد ہوا جس میں اہم فیصلے کیے گئے عوام کے مسائل حل کرنے کے لیے اقدامات کیے جا رہے ہیں ترقیاتی منصوبوں پر کام جاری ہے میرپور آزاد کشمیر پاکستان حکومت وزیراعظم کے حوالے سے اجلاس منعقد ہوا جس میں اہم فیصلے کیے گئے عوام کے مسائل حل کرنے کے لیے اقدامات کیے جا رہے ہیں ترقیاتی منصوبوں پر کام جاری ہے میرپور آزاد کشمیر پاکستان حکومت وزیراعظم کے حوالے سے اجلاس منعقد ہوا جس میں اہم فیصلے کیے گئے عوام کے مسائل حل کرنے کے لیے اقدامات کیے جا رہے ہیں ترقیاتی منصوبوں پر کام جاری ہے میرپور آزاد کشمیر پاکستان حکومت وزیراعظم کے حوالے سے اجلاس منعقد ہوا جس میں اہم فیصلے کیے گئے عوام کے مسائل حل کرنے کے لیے اقدامات کیے جا رہے ہیں ترقیاتی منصوبوں پر کام جاری ہے میرپور آزاد کشمیر پاکستان حکومت وزیراعظم کے حوالے سے اجلاس منعقد ہوا جس میں اہم فیصلے کیے گئے عوام کے مسائل حل کرنے کے لیے اقدامات کیے جا رہے ہیں ترقیاتی منصوبوں پر کام جاری ہے میرپور آزاد کشمیر پاکستان حکومت وزیراعظم کے حوالے سے اجلاس منعقد ہوا جس میں اہم فیصلے کیے گئے عوام کے مسائل حل کرنے کے لیے اقدامات کیے جا رہے ہیں ترقیاتی منصوبوں پر کام جاری ہے میرپور آزاد کشمیر پاکستان حکومت وزیراعظم کے حوالے سے اجلاس منعقد ہوا جس میں اہم فیصلے کیے گئے عوام کے مسائل حل کرنے کے لیے اقدامات کیے جا رہے ہیں ترقیاتی منصوبوں پر کام جاری ہے میرپور آزاد کشمیر پاکستان حکومت وزیراعظم کے حوالے سے اجلاس منعقد ہوا جس میں اہم فیصلے کیے گئے عوام کے مسائل حل کرنے کے لیے اقدامات کیے جا رہے ہیں ترقیاتی منصوبوں پر کام جاری ہے میرپور آزاد کشمیر پاکستان حکومت وزیراعظم کے حوالے سے اجلاس منعقد ہوا جس میں اہم فیصلے کیے گئے عوام کے مسائل حل کرنے کے لیے اقدامات کیے جا رہے ہیں ترقیاتی منصوبوں پر کام جاری ہے میرپور آزاد کشمیر پاکستان حکومت وزیراعظم کے حوالے سے اجلاس منعقد ہوا جس میں اہم فیصلے کیے گئے عوام کے مسائل حل کرنے کے لیے اقدامات کیے جا رہے ہیں ترقیاتی منصوبوں پر کام جاری ہے میرپور آزاد کشمیر پاکستان حکومت وزیراعظم کے حوالے سے اجلاس منعقد ہوا جس میں اہم فیصلے کیے گئے عوام کے مسائل حل کرنے کے لیے اقدامات کیے جا رہے ہیں ترقیاتی منصوبوں پر کام جاری ہے میرپور آزاد کشمیر پاکستان حکومت وزیراعظم کے حوالے سے اجلاس منعقد ہوا جس میں اہم فیصلے کیے گئے عوام کے مسائل حل کرنے کے لیے اقدامات کیے جا رہے ہیں ترقیاتی منصوبوں پر کام جاری ہے — [2, 22, 55, 550]
story-text: میرپور آزاد کشمیر پاکستان حکومت وزیراعظم کے حوالے سے اجلاس منعقد ہوا جس میں اہم فیصلے کیے گئے عوام کے مسائل حل کرنے کے لیے اقدامات کیے جا رہے ہیں ترقیاتی منصوبوں پر کام جاری ہے میرپور آزاد کشمیر پاکستان حکومت وزیراعظم کے حوالے سے اجلاس منعقد ہوا جس میں اہم فیصلے کیے گئے عوام کے مسائل حل کرنے کے لیے اقدامات کیے جا رہے ہیں ترقیاتی منصوبوں پر کام جاری ہے میرپور آزاد کشمیر پاکستان حکومت وزیراعظم کے حوالے سے اجلاس منعقد ہوا جس میں اہم فیصلے کیے گئے عوام کے مسائل حل کرنے کے لیے اقدامات کیے جا رہے ہیں ترقیاتی منصوبوں پر کام جاری ہے میرپور آزاد کشمیر پاکستان حکومت وزیراعظم کے حوالے سے اجلاس منعقد ہوا جس میں اہم فیصلے کیے گئے عوام کے مسائل حل کرنے کے لیے اقدامات کیے جا رہے ہیں ترقیاتی منصوبوں پر کام جاری ہے میرپور آزاد کشمیر پاکستان حکومت وزیراعظم کے حوالے سے اجلاس منعقد ہوا جس میں اہم فیصلے کیے گئے عوام کے مسائل حل کرنے کے لیے اقدامات کیے جا رہے ہیں ترقیاتی منصوبوں پر کام جاری ہے میرپور آزاد کشمیر پاکستان حکومت وزیراعظم کے حوالے سے اجلاس منعقد ہوا جس میں اہم فیصلے کیے گئے عوام کے مسائل حل کرنے کے لیے اقدامات کیے جا رہے ہیں ترقیاتی منصوبوں پر کام جاری ہے میرپور آزاد کشمیر پاکستان حکومت وزیراعظم کے حوالے سے اجلاس منعقد ہوا جس میں اہم فیصلے کیے گئے عوام کے مسائل حل کرنے کے لیے اقدامات کیے جا رہے ہیں ترقیاتی منصوبوں پر کام جاری ہے میرپور آزاد کشمیر پاکستان حکومت وزیراعظم کے حوالے سے اجلاس منعقد ہوا جس میں اہم فیصلے کیے گئے عوام کے مسائل حل کرنے کے لیے اقدامات کیے جا رہے ہیں ترقیاتی منصوبوں پر کام جاری ہے میرپور آزاد کشمیر پاکستان حکومت وزیراعظم کے حوالے سے اجلاس منعقد ہوا جس میں اہم فیصلے کیے گئے عوام کے مسائل حل کرنے کے لیے اقدامات کیے جا رہے ہیں ترقیاتی منصوبوں پر کام جاری ہے میرپور آزاد کشمیر پاکستان حکومت وزیراعظم کے حوالے سے اجلاس منعقد ہوا جس میں اہم فیصلے کیے گئے عوام کے مسائل حل کرنے کے لیے اقدامات کیے جا رہے ہیں ترقیاتی منصوبوں پر کام جاری ہے میرپور آزاد کشمیر پاکستان حکومت وزیراعظم کے حوالے سے اجلاس منعقد — [335, 2303, 389, 2576]
story-text: میرپور آزاد کشمیر پاکستان حکومت وزیراعظم کے حوالے سے اجلاس منعقد ہوا جس میں اہم فیصلے کیے گئے عوام کے مسائل حل کرنے کے لیے اقدامات کیے جا رہے ہیں ترقیاتی منصوبوں پر کام جاری ہے میرپور آزاد کشمیر پاکستان حکومت وزیراعظم کے حوالے سے اجلاس منعقد ہوا جس میں اہم فیصلے کیے گئے عوام کے مسائل حل کرنے کے لیے اقدامات کیے جا رہے ہیں ترقیاتی منصوبوں پر کام جاری ہے میرپور آزاد کشمیر پاکستان حکومت وزیراعظم کے حوالے سے اجلاس منعقد ہوا جس میں اہم فیصلے کیے گئے عوام کے مسائل حل کرنے کے لیے اقدامات کیے جا رہے ہیں ترقیاتی منصوبوں پر کام جاری ہے میرپور آزاد کشمیر پاکستان حکومت وزیراعظم کے حوالے سے اجلاس منعقد ہوا جس میں اہم فیصلے کیے گئے عوام کے مسائل حل کرنے کے لیے اقدامات کیے جا رہے ہیں ترقیاتی منصوبوں پر کام جاری ہے میرپور آزاد کشمیر پاکستان حکومت وزیراعظم کے حوالے سے اجلاس منعقد ہوا جس میں اہم فیصلے کیے گئے عوام کے مسائل حل کرنے کے لیے اقدامات کیے جا رہے ہیں ترقیاتی منصوبوں پر کام جاری ہے میرپور آزاد کشمیر پاکستان حکومت وزیراعظم کے حوالے سے اجلاس منعقد ہوا جس میں اہم فیصلے کیے گئے عوام کے مسائل حل کرنے کے لیے اقدامات کیے جا رہے ہیں ترقیاتی منصوبوں پر کام جاری ہے میرپور آزاد کشمیر پاکستان حکومت وزیراعظم کے حوالے سے اجلاس منعقد ہوا جس میں اہم فیصلے کیے گئے عوام کے مسائل حل کرنے کے لیے اقدامات کیے جا رہے ہیں ترقیاتی منصوبوں پر کام جاری ہے میرپور آزاد کشمیر پاکستان حکومت وزیراعظم کے حوالے سے اجلاس منعقد ہوا جس میں اہم فیصلے کیے گئے عوام کے مسائل حل کرنے کے لیے اقدامات کیے جا رہے ہیں ترقیاتی منصوبوں پر کام جاری ہے میرپور آزاد کشمیر پاکستان حکومت وزیراعظم کے حوالے سے اجلاس منعقد ہوا جس میں اہم فیصلے کیے گئے عوام کے مسائل حل کرنے کے لیے اقدامات کیے جا رہے ہیں ترقیاتی منصوبوں پر کام جاری ہے میرپور آزاد کشمیر پاکستان حکومت وزیراعظم کے حوالے سے اجلاس منعقد ہوا جس میں اہم فیصلے کیے گئے عوام کے مسائل حل کرنے کے لیے اقدامات کیے جا رہے ہیں ترقیاتی منصوبوں پر کام جاری ہے میرپور آزاد کشمیر پاکستان حکومت وزیراعظم کے حوالے سے اجلاس منعقد ہوا جس میں اہم فیصلے کیے گئے عوام کے مسائل حل کرنے کے لیے اقدامات کیے جا رہے ہیں ترقیاتی منصوبوں پر کام جاری ہے میرپور آزاد کشمیر پاکستان حکومت وزیراعظم کے حوالے سے اجلاس منعقد ہوا جس میں اہم فیصلے کیے گئے عوام کے مسائل حل کرنے کے لیے اقدامات کیے جا رہے ہیں ترقیاتی منصوبوں پر کام جاری ہے میرپور آزاد کشمیر پاکستان حکومت وزیراعظم کے حوالے سے اجلاس منعقد ہوا جس میں اہم فیصلے کیے گئے عوام کے مسائل حل کرنے کے لیے اقدامات کیے جا رہے ہیں ترقیاتی منصوبوں پر کام جاری ہے میرپور آزاد کشمیر پاکستان حکومت وزیراعظم کے حوالے سے اجلاس منعقد ہوا جس میں اہم فیصلے کیے گئے عوام کے مسائل حل کرنے کے لیے اقدامات کیے جا رہے ہیں ترقیاتی منصوبوں پر کام جاری ہے — [168, 22, 222, 393]
story-number: 88 — [96, 554, 110, 562]
story-number-tag — [169, 13, 221, 21]
story-number-tag — [225, 13, 277, 21]
story-text: میرپور آزاد کشمیر پاکستان حکومت وزیراعظم کے حوالے سے اجلاس منعقد ہوا جس میں اہم فیصلے کیے گئے عوام کے مسائل حل کرنے کے لیے اقدامات کیے جا رہے ہیں ترقیاتی منصوبوں پر کام جاری ہے میرپور آزاد کشمیر پاکستان حکومت وزیراعظم کے حوالے سے اجلاس منعقد ہوا جس میں اہم فیصلے کیے گئے عوام کے مسائل حل کرنے کے لیے اقدامات کیے جا رہے ہیں ترقیاتی منصوبوں پر کام جاری ہے میرپور آزاد کشمیر پاکستان حکومت وزیراعظم کے حوالے سے اجلاس منعقد ہوا جس میں اہم فیصلے کیے گئے عوام کے مسائل حل کرنے کے لیے اقدامات کیے جا رہے ہیں ترقیاتی منصوبوں پر کام جاری ہے میرپور آزاد کشمیر پاکستان حکومت وزیراعظم کے حوالے سے اجلاس منعقد ہوا جس میں اہم فیصلے کیے گئے عوام کے مسائل حل کرنے کے لیے اقدامات کیے جا رہے ہیں ترقیاتی منصوبوں پر کام جاری ہے میرپور آزاد کشمیر پاکستان حکومت وزیراعظم کے حوالے سے اجلاس منعقد ہوا جس میں اہم فیصلے کیے گئے عوام کے مسائل حل کرنے کے لیے اقدامات کیے جا رہے ہیں ترقیاتی منصوبوں پر کام جاری ہے میرپور آزاد کشمیر پاکستان حکومت وزیراعظم کے حوالے سے اجلاس منعقد ہوا جس میں اہم فیصلے کیے گئے عوام کے مسائل حل کرنے کے لیے اقدامات کیے جا رہے ہیں ترقیاتی منصوبوں پر کام جاری ہے میرپور آزاد کشمیر پاکستان حکومت وزیراعظم کے حوالے سے اجلاس منعقد ہوا جس میں اہم فیصلے کیے گئے عوام کے مسائل حل کرنے کے لیے اقدامات کیے جا رہے ہیں ترقیاتی منصوبوں پر کام جاری ہے میرپور آزاد کشمیر پاکستان حکومت وزیراعظم کے حوالے سے اجلاس منعقد ہوا جس میں اہم فیصلے کیے گئے عوام کے مسائل حل کرنے کے لیے اقدامات کیے جا رہے ہیں ترقیاتی منصوبوں پر کام جاری ہے میرپور آزاد کشمیر پاکستان حکومت وزیراعظم کے حوالے سے اجلاس منعقد ہوا جس میں اہم فیصلے کیے گئے عوام کے مسائل حل کرنے کے لیے اقدامات کیے جا رہے ہیں ترقیاتی منصوبوں پر کام جاری ہے میرپور آزاد کشمیر پاکستان حکومت وزیراعظم کے حوالے سے اجلاس منعقد ہوا جس میں اہم فیصلے کیے گئے عوام کے مسائل حل کرنے کے لیے اقدامات کیے جا رہے ہیں ترقیاتی منصوبوں پر کام جاری ہے میرپور آزاد کشمیر پاکستان حکومت وزیراعظم کے حوالے سے اجلاس منعقد ہوا جس میں اہم فیصلے کیے گئے عوام کے مسائل حل کرنے کے لیے اقدامات کیے جا رہے ہیں ترقیاتی منصوبوں پر کام جاری ہے میرپور آزاد کشمیر پاکستان حکومت وزیراعظم کے حوالے سے اجلاس منعقد ہوا جس میں اہم فیصلے کیے گئے عوام کے مسائل حل کرنے کے لیے اقدامات کیے جا رہے ہیں ترقیاتی منصوبوں پر کام جاری ہے میرپور آزاد کشمیر پاکستان حکومت وزیراعظم کے حوالے سے اجلاس منعقد ہوا جس میں اہم فیصلے کیے گئے عوام کے مسائل حل کرنے کے لیے اقدامات کیے جا رہے ہیں ترقیاتی منصوبوں پر کام جاری ہے میرپور آزاد کشمیر پاکستان حکومت وزیراعظم کے حوالے سے اجلاس منعقد ہوا جس میں اہم فیصلے کیے گئے عوام کے مسائل حل کرنے کے لیے اقدامات کیے جا رہے ہیں ترقیاتی منصوبوں پر کام جاری ہے میرپور آزاد کشمیر پاکستان حکومت وزیراعظم کے حوالے سے اجلاس منعقد ہوا جس میں اہم فیصلے کیے گئے عوام کے مسائل حل کرنے کے لیے اقدامات کیے جا رہے ہیں ترقیاتی منصوبوں پر کام جاری ہے میرپور آزاد کشمیر پاکستان حکومت وزیراعظم کے حوالے سے اجلاس منعقد ہوا جس میں اہم فیصلے کیے گئے عوام کے مسائل حل کرنے کے لیے اقدامات کیے جا رہے ہیں ترقیاتی منصوبوں پر کام جاری ہے میرپور آزاد کشمیر پاکستان حکومت وزیراعظم کے حوالے سے اجلاس منعقد ہوا جس میں اہم فیصلے کیے گئے عوام کے مسائل حل کرنے کے لیے اقدامات کیے جا رہے ہیں ترقیاتی منصوبوں پر کام جاری ہے میرپور آزاد کشمیر پاکستان حکومت وزیراعظم کے حوالے سے اجلاس منعقد ہوا جس میں اہم فیصلے کیے گئے عوام کے مسائل حل کرنے کے لیے اقدامات کیے جا رہے ہیں ترقیاتی منصوبوں پر کام جاری ہے میرپور آزاد کشمیر پاکستان حکومت وزیراعظم کے حوالے سے اجلاس منعقد ہوا جس میں اہم فیصلے کیے گئے عوام کے مسائل حل کرنے کے لیے اقدامات کیے جا رہے ہیں ترقیاتی منصوبوں پر کام جاری ہے میرپور آزاد کشمیر پاکستان حکومت وزیراعظم کے حوالے سے اجلاس منعقد ہوا جس میں اہم فیصلے کیے گئے عوام کے مسائل حل کرنے کے لیے اقدامات کیے جا رہے ہیں ترقیاتی منصوبوں پر کام جاری ہے میرپور آزاد کشمیر پاکستان حکومت وزیراعظم کے حوالے سے اجلاس منعقد ہوا جس میں اہم فیصلے کیے گئے عوام کے مسائل حل کرنے کے لیے اقدامات کیے جا رہے ہیں ترقیاتی منصوبوں پر کام جاری ہے میرپور آزاد کشمیر پاکستان حکومت وزیراعظم کے حوالے سے اجلاس منعقد ہوا جس میں اہم فیصلے کیے گئے عوام کے مسائل حل کرنے کے لیے اقدامات کیے جا رہے ہیں ترقیاتی منصوبوں پر کام جاری ہے میرپور آزاد کشمیر پاکستان حکومت وزیراعظم کے حوالے سے اجلاس منعقد ہوا جس میں اہم فیصلے کیے گئے عوام کے مسائل حل کرنے کے لیے اقدامات کیے جا رہے ہیں ترقیاتی منصوبوں پر کام جاری ہے میرپور آزاد کشمیر پاکستان حکومت وزیراعظم کے حوالے سے اجلاس منعقد ہوا جس میں اہم فیصلے کیے گئے عوام کے مسائل حل کرنے کے لیے اقدامات کیے جا رہے ہیں ترقیاتی منصوبوں پر کام جاری ہے میرپور آزاد کشمیر پاکستان حکومت وزیراعظم کے حوالے سے اجلاس منعقد ہوا جس میں اہم فیصلے کیے گئے عوام کے مسائل حل کرنے کے لیے اقدامات کیے جا رہے ہیں ترقیاتی منصوبوں پر کام جاری ہے میرپور آزاد کشمیر پاکستان حکومت وزیراعظم کے حوالے سے اجلاس منعقد ہوا جس میں اہم فیصلے کیے گئے عوام کے مسائل حل کرنے کے لیے اقدامات کیے جا رہے ہیں ترقیاتی منصوبوں پر کام جاری ہے — [391, 1683, 444, 2369]
story-number: 52 — [430, 513, 443, 521]
news-story — [57, 1872, 111, 2252]
news-story — [391, 1054, 444, 1671]
story-number: 79 — [208, 2019, 221, 2027]
story-number-tag — [281, 2136, 332, 2144]
masthead — [278, 11, 446, 52]
news-story — [2, 554, 55, 1171]
story-number-tag — [58, 1174, 110, 1181]
notice-text: میرپور آزاد کشمیر پاکستان حکومت وزیراعظم کے حوالے سے اجلاس منعقد ہوا جس میں اہم فیصلے کیے گئے عوام کے مسائل حل کرنے کے لیے اقدامات کیے جا رہے ہیں ترقیاتی منصوبوں پر کام جاری ہے میرپور آزاد کشمیر پاکستان حکومت وزیراعظم کے حوالے سے اجلاس منعقد ہوا جس میں اہم فیصلے کیے گئے عوام کے مسائل حل کرنے کے لیے اقدامات کیے جا رہے ہیں ترقیاتی منصوبوں پر کام جاری ہے میرپور آزاد کشمیر پاکستان حکومت وزیراعظم کے حوالے سے اجلاس منعقد ہوا جس میں اہم فیصلے کیے گئے عوام کے مسائل حل کرنے کے لیے اقدامات کیے جا رہے ہیں ترقیاتی منصوبوں پر کام جاری ہے میرپور آزاد کشمیر پاکستان حکومت وزیراعظم کے حوالے سے اجلاس منعقد ہوا جس میں اہم فیصلے کیے گئے عوام کے مسائل حل کرنے کے لیے اقدامات کیے جا رہے ہیں ترقیاتی منصوبوں پر کام جاری ہے میرپور آزاد کشمیر پاکستان حکومت وزیراعظم کے حوالے سے اجلاس منعقد ہوا جس میں اہم فیصلے کیے گئے عوام کے مسائل حل کرنے کے لیے اقدامات کیے جا رہے ہیں ترقیاتی منصوبوں پر کام جاری ہے میرپور آزاد کشمیر پاکستان حکومت وزیراعظم کے حوالے سے اجلاس منعقد ہوا جس میں اہم فیصلے کیے گئے عوام کے مسائل حل کرنے کے لیے اقدامات کیے جا رہے ہیں ترقیاتی منصوبوں پر کام جاری ہے میرپور آزاد کشمیر پاکستان حکومت وزیراعظم کے حوالے سے اجلاس منعقد ہوا جس میں اہم فیصلے کیے گئے عوام کے مسائل حل کرنے کے لیے اقدامات کیے جا رہے ہیں ترقیاتی منصوبوں پر کام جاری ہے میرپور آزاد کشمیر پاکستان حکومت وزیراعظم کے حوالے سے اجلاس منعقد ہوا جس میں اہم فیصلے کیے گئے عوام کے مسائل حل کرنے کے لیے اقدامات کیے جا رہے ہیں ترقیاتی منصوبوں پر کام جاری ہے میرپور آزاد کشمیر پاکستان حکومت وزیراعظم کے حوالے سے اجلاس منعقد ہوا جس میں اہم فیصلے کیے گئے عوام کے مسائل حل کرنے کے لیے اقدامات کیے جا رہے ہیں ترقیاتی منصوبوں پر کام جاری ہے میرپور آزاد کشمیر پاکستان حکومت وزیراعظم کے حوالے سے اجلاس منعقد ہوا جس میں اہم فیصلے کیے گئے عوام کے مسائل حل کرنے کے لیے اقدامات کیے جا رہے ہیں ترقیاتی منصوبوں پر کام جاری ہے — [4, 1894, 53, 2191]
story-text: میرپور آزاد کشمیر پاکستان حکومت وزیراعظم کے حوالے سے اجلاس منعقد ہوا جس میں اہم فیصلے کیے گئے عوام کے مسائل حل کرنے کے لیے اقدامات کیے جا رہے ہیں ترقیاتی منصوبوں پر کام جاری ہے میرپور آزاد کشمیر پاکستان حکومت وزیراعظم کے حوالے سے اجلاس منعقد ہوا جس میں اہم فیصلے کیے گئے عوام کے مسائل حل کرنے کے لیے اقدامات کیے جا رہے ہیں ترقیاتی منصوبوں پر کام جاری ہے میرپور آزاد کشمیر پاکستان حکومت وزیراعظم کے حوالے سے اجلاس منعقد ہوا جس میں اہم فیصلے کیے گئے عوام کے مسائل حل کرنے کے لیے اقدامات کیے جا رہے ہیں ترقیاتی منصوبوں پر کام جاری ہے میرپور آزاد کشمیر پاکستان حکومت وزیراعظم کے حوالے سے اجلاس منعقد ہوا جس میں اہم فیصلے کیے گئے عوام کے مسائل حل کرنے کے لیے اقدامات کیے جا رہے ہیں ترقیاتی منصوبوں پر کام جاری ہے میرپور آزاد کشمیر پاکستان حکومت وزیراعظم کے حوالے سے اجلاس منعقد ہوا جس میں اہم فیصلے کیے گئے عوام کے مسائل حل کرنے کے لیے اقدامات کیے جا رہے ہیں ترقیاتی منصوبوں پر کام جاری ہے میرپور آزاد کشمیر پاکستان حکومت وزیراعظم کے حوالے سے اجلاس منعقد ہوا جس میں اہم فیصلے کیے گئے عوام کے مسائل حل کرنے کے لیے اقدامات کیے جا رہے ہیں ترقیاتی منصوبوں پر کام جاری ہے میرپور آزاد کشمیر پاکستان حکومت وزیراعظم کے حوالے سے اجلاس منعقد ہوا جس میں اہم فیصلے کیے گئے عوام کے مسائل حل کرنے کے لیے اقدامات کیے جا رہے ہیں ترقیاتی منصوبوں پر کام جاری ہے میرپور آزاد کشمیر پاکستان حکومت وزیراعظم کے حوالے سے اجلاس منعقد ہوا جس میں اہم فیصلے کیے گئے عوام کے مسائل حل کرنے کے لیے اقدامات کیے جا رہے ہیں ترقیاتی منصوبوں پر کام جاری ہے میرپور آزاد کشمیر پاکستان حکومت وزیراعظم کے حوالے سے اجلاس منعقد ہوا جس میں اہم فیصلے کیے گئے عوام کے مسائل حل کرنے کے لیے اقدامات کیے جا رہے ہیں ترقیاتی منصوبوں پر کام جاری ہے میرپور آزاد کشمیر پاکستان حکومت وزیراعظم کے حوالے سے اجلاس منعقد ہوا جس میں اہم فیصلے کیے گئے عوام کے مسائل حل کرنے کے لیے اقدامات کیے جا رہے ہیں ترقیاتی منصوبوں پر کام جاری ہے میرپور آزاد کشمیر پاکستان حکومت وزیراعظم کے حوالے سے اجلاس منعقد ہوا جس میں اہم فیصلے کیے گئے عوام کے مسائل حل کرنے کے لیے اقدامات کیے جا رہے ہیں ترقیاتی منصوبوں پر کام جاری ہے میرپور آزاد کشمیر پاکستان حکومت وزیراعظم کے حوالے سے اجلاس منعقد ہوا جس میں اہم فیصلے کیے گئے عوام کے مسائل حل کرنے کے لیے اقدامات کیے جا رہے ہیں ترقیاتی منصوبوں پر کام جاری ہے میرپور آزاد کشمیر پاکستان حکومت وزیراعظم کے حوالے سے اجلاس منعقد ہوا جس میں اہم فیصلے کیے گئے عوام کے مسائل حل کرنے کے لیے اقدامات کیے جا رہے ہیں ترقیاتی منصوبوں پر کام جاری ہے میرپور آزاد کشمیر پاکستان حکومت وزیراعظم کے حوالے سے اجلاس منعقد ہوا جس میں اہم فیصلے کیے گئے عوام کے مسائل حل کرنے کے لیے اقدامات کیے جا رہے ہیں ترقیاتی منصوبوں پر کام جاری ہے میرپور آزاد کشمیر پاکستان حکومت وزیراعظم کے حوالے سے اجلاس منعقد ہوا جس میں اہم فیصلے کیے گئے عوام کے مسائل حل کرنے کے لیے اقدامات کیے جا رہے ہیں ترقیاتی منصوبوں پر کام جاری ہے میرپور آزاد کشمیر پاکستان حکومت وزیراعظم کے حوالے سے اجلاس منعقد ہوا جس میں اہم فیصلے کیے گئے عوام کے مسائل حل کرنے کے لیے اقدامات کیے جا رہے ہیں ترقیاتی منصوبوں پر کام جاری ہے میرپور آزاد کشمیر پاکستان حکومت وزیراعظم کے حوالے سے اجلاس منعقد ہوا جس میں اہم فیصلے کیے گئے عوام کے مسائل حل کرنے کے لیے اقدامات کیے جا رہے ہیں ترقیاتی منصوبوں پر کام جاری ہے میرپور آزاد کشمیر پاکستان حکومت وزیراعظم کے حوالے سے اجلاس منعقد ہوا جس میں اہم فیصلے کیے گئے عوام کے مسائل حل کرنے کے لیے اقدامات کیے جا رہے ہیں ترقیاتی منصوبوں پر کام جاری ہے میرپور آزاد کشمیر پاکستان حکومت وزیراعظم کے حوالے سے اجلاس منعقد ہوا جس میں اہم فیصلے کیے گئے عوام کے مسائل حل کرنے کے لیے اقدامات کیے جا رہے ہیں ترقیاتی منصوبوں پر کام جاری ہے میرپور آزاد کشمیر پاکستان حکومت وزیراعظم کے حوالے سے اجلاس منعقد ہوا جس میں اہم فیصلے کیے گئے عوام کے مسائل حل کرنے کے لیے اقدامات کیے جا رہے ہیں ترقیاتی منصوبوں پر کام جاری ہے میرپور آزاد کشمیر پاکستان حکومت وزیراعظم کے حوالے سے اجلاس منعقد ہوا جس میں اہم فیصلے کیے گئے عوام کے مسائل حل کرنے کے لیے اقدامات کیے جا رہے ہیں ترقیاتی منصوبوں پر کام جاری ہے میرپور آزاد کشمیر پاکستان حکومت وزیراعظم کے حوالے سے اجلاس منعقد ہوا جس میں اہم فیصلے کیے گئے عوام کے مسائل حل کرنے کے لیے اقدامات کیے جا رہے ہیں ترقیاتی منصوبوں پر کام جاری ہے میرپور آزاد کشمیر پاکستان حکومت وزیراعظم کے حوالے سے اجلاس منعقد ہوا جس میں اہم فیصلے کیے گئے عوام کے مسائل حل کرنے کے لیے اقدامات کیے جا رہے ہیں ترقیاتی منصوبوں پر کام جاری ہے میرپور آزاد کشمیر پاکستان حکومت وزیراعظم کے حوالے سے اجلاس منعقد ہوا جس میں اہم فیصلے کیے گئے عوام کے مسائل حل کرنے کے لیے اقدامات کیے جا رہے ہیں ترقیاتی منصوبوں پر کام جاری ہے میرپور آزاد کشمیر پاکستان حکومت وزیراعظم کے حوالے سے اجلاس منعقد ہوا جس میں اہم فیصلے کیے گئے عوام کے مسائل حل کرنے کے لیے اقدامات کیے جا رہے ہیں ترقیاتی منصوبوں پر کام جاری ہے میرپور آزاد کشمیر پاکستان حکومت وزیراعظم کے حوالے سے اجلاس منعقد ہوا جس میں اہم فیصلے کیے گئے عوام کے مسائل حل کرنے کے لیے اقدامات کیے جا رہے ہیں ترقیاتی منصوبوں پر کام جاری ہے — [280, 60, 333, 746]
story-number: 51 — [430, 51, 443, 59]
story-text: میرپور آزاد کشمیر پاکستان حکومت وزیراعظم کے حوالے سے اجلاس منعقد ہوا جس میں اہم فیصلے کیے گئے عوام کے مسائل حل کرنے کے لیے اقدامات کیے جا رہے ہیں ترقیاتی منصوبوں پر کام جاری ہے میرپور آزاد کشمیر پاکستان حکومت وزیراعظم کے حوالے سے اجلاس منعقد ہوا جس میں اہم فیصلے کیے گئے عوام کے مسائل حل کرنے کے لیے اقدامات کیے جا رہے ہیں ترقیاتی منصوبوں پر کام جاری ہے میرپور آزاد کشمیر پاکستان حکومت وزیراعظم کے حوالے سے اجلاس منعقد ہوا جس میں اہم فیصلے کیے گئے عوام کے مسائل حل کرنے کے لیے اقدامات کیے جا رہے ہیں ترقیاتی منصوبوں پر کام جاری ہے میرپور آزاد کشمیر پاکستان حکومت وزیراعظم کے حوالے سے اجلاس منعقد ہوا جس میں اہم فیصلے کیے گئے عوام کے مسائل حل کرنے کے لیے اقدامات کیے جا رہے ہیں ترقیاتی منصوبوں پر کام جاری ہے میرپور آزاد کشمیر پاکستان حکومت وزیراعظم کے حوالے سے اجلاس منعقد ہوا جس میں اہم فیصلے کیے گئے عوام کے مسائل حل کرنے کے لیے اقدامات کیے جا رہے ہیں ترقیاتی منصوبوں پر کام جاری ہے میرپور آزاد کشمیر پاکستان حکومت وزیراعظم کے حوالے سے اجلاس منعقد ہوا جس میں اہم فیصلے کیے گئے عوام کے مسائل حل کرنے کے لیے اقدامات کیے جا رہے ہیں ترقیاتی منصوبوں پر کام جاری ہے میرپور آزاد کشمیر پاکستان حکومت وزیراعظم کے حوالے سے اجلاس منعقد ہوا جس میں اہم فیصلے کیے گئے عوام کے مسائل حل کرنے کے لیے اقدامات کیے جا رہے ہیں ترقیاتی منصوبوں پر کام جاری ہے میرپور آزاد کشمیر پاکستان حکومت وزیراعظم کے حوالے سے اجلاس منعقد ہوا جس میں اہم فیصلے کیے گئے عوام کے مسائل حل کرنے کے لیے اقدامات کیے جا رہے ہیں ترقیاتی منصوبوں پر کام جاری ہے میرپور آزاد کشمیر پاکستان حکومت وزیراعظم کے حوالے سے اجلاس منعقد ہوا جس میں اہم فیصلے کیے گئے عوام کے مسائل حل کرنے کے لیے اقدامات کیے جا رہے ہیں ترقیاتی منصوبوں پر کام جاری ہے میرپور آزاد کشمیر پاکستان حکومت وزیراعظم کے حوالے سے اجلاس منعقد ہوا جس میں اہم فیصلے کیے گئے عوام کے مسائل حل کرنے کے لیے اقدامات کیے جا رہے ہیں ترقیاتی منصوبوں پر کام جاری ہے میرپور آزاد کشمیر پاکستان حکومت وزیراعظم کے حوالے سے اجلاس منعقد ہوا جس میں اہم فیصلے کیے گئے عوام کے مسائل حل کرنے کے لیے اقدامات کیے جا رہے ہیں ترقیاتی منصوبوں پر کام جاری ہے میرپور آزاد کشمیر پاکستان حکومت وزیراعظم کے حوالے سے اجلاس منعقد ہوا جس میں اہم فیصلے کیے گئے عوام کے مسائل حل کرنے کے لیے اقدامات کیے جا رہے ہیں ترقیاتی منصوبوں پر کام جاری ہے میرپور آزاد کشمیر پاکستان حکومت وزیراعظم کے حوالے سے اجلاس منعقد ہوا جس میں اہم فیصلے کیے گئے عوام کے مسائل حل کرنے کے لیے اقدامات کیے جا رہے ہیں ترقیاتی منصوبوں پر کام جاری ہے میرپور آزاد کشمیر پاکستان حکومت وزیراعظم کے حوالے سے اجلاس منعقد ہوا جس میں اہم فیصلے کیے گئے عوام کے مسائل حل کرنے کے لیے اقدامات کیے جا رہے ہیں ترقیاتی منصوبوں پر کام جاری ہے میرپور آزاد کشمیر پاکستان حکومت وزیراعظم کے حوالے سے اجلاس منعقد ہوا جس میں اہم فیصلے کیے گئے عوام کے مسائل حل کرنے کے لیے اقدامات کیے جا رہے ہیں ترقیاتی منصوبوں پر کام جاری ہے میرپور آزاد کشمیر پاکستان حکومت وزیراعظم کے حوالے سے اجلاس منعقد ہوا جس میں اہم فیصلے کیے گئے عوام کے مسائل حل کرنے کے لیے اقدامات کیے جا رہے ہیں ترقیاتی منصوبوں پر کام جاری ہے میرپور آزاد کشمیر پاکستان حکومت وزیراعظم کے حوالے سے اجلاس منعقد ہوا جس میں اہم فیصلے کیے گئے عوام کے مسائل حل کرنے کے لیے اقدامات کیے جا رہے ہیں ترقیاتی منصوبوں پر کام جاری ہے میرپور آزاد کشمیر پاکستان حکومت وزیراعظم کے حوالے سے اجلاس منعقد ہوا جس میں اہم فیصلے کیے گئے عوام کے مسائل حل کرنے کے لیے اقدامات کیے جا رہے ہیں ترقیاتی منصوبوں پر کام جاری ہے میرپور آزاد کشمیر پاکستان حکومت وزیراعظم کے حوالے سے اجلاس منعقد ہوا جس میں اہم فیصلے کیے گئے عوام کے مسائل حل کرنے کے لیے اقدامات کیے جا رہے ہیں ترقیاتی منصوبوں پر کام جاری ہے میرپور آزاد کشمیر پاکستان حکومت وزیراعظم کے حوالے سے اجلاس منعقد ہوا جس میں اہم فیصلے کیے گئے عوام کے مسائل حل کرنے کے لیے اقدامات کیے جا رہے ہیں ترقیاتی منصوبوں پر کام جاری ہے — [168, 868, 222, 1396]
news-story — [2, 2206, 55, 2576]
story-number: 83 — [152, 1399, 165, 1407]
story-number: 91 — [96, 2256, 110, 2263]
news-story — [57, 2256, 111, 2576]
story-number: 80 — [152, 13, 165, 21]
news-story — [335, 1212, 389, 1907]
story-number-tag — [114, 396, 165, 404]
brand-urdu: شاہین — [396, 19, 443, 36]
stars-divider: ☆☆☆☆☆☆ — [11, 1874, 46, 1879]
news-story — [57, 1174, 111, 1869]
news-story — [168, 396, 222, 855]
news-story — [224, 1095, 278, 1554]
story-text: میرپور آزاد کشمیر پاکستان حکومت وزیراعظم کے حوالے سے اجلاس منعقد ہوا جس میں اہم فیصلے کیے گئے عوام کے مسائل حل کرنے کے لیے اقدامات کیے جا رہے ہیں ترقیاتی منصوبوں پر کام جاری ہے میرپور آزاد کشمیر پاکستان حکومت وزیراعظم کے حوالے سے اجلاس منعقد ہوا جس میں اہم فیصلے کیے گئے عوام کے مسائل حل کرنے کے لیے اقدامات کیے جا رہے ہیں ترقیاتی منصوبوں پر کام جاری ہے میرپور آزاد کشمیر پاکستان حکومت وزیراعظم کے حوالے سے اجلاس منعقد ہوا جس میں اہم فیصلے کیے گئے عوام کے مسائل حل کرنے کے لیے اقدامات کیے جا رہے ہیں ترقیاتی منصوبوں پر کام جاری ہے میرپور آزاد کشمیر پاکستان حکومت وزیراعظم کے حوالے سے اجلاس منعقد ہوا جس میں اہم فیصلے کیے گئے عوام کے مسائل حل کرنے کے لیے اقدامات کیے جا رہے ہیں ترقیاتی منصوبوں پر کام جاری ہے میرپور آزاد کشمیر پاکستان حکومت وزیراعظم کے حوالے سے اجلاس منعقد ہوا جس میں اہم فیصلے کیے گئے عوام کے مسائل حل کرنے کے لیے اقدامات کیے جا رہے ہیں ترقیاتی منصوبوں پر کام جاری ہے میرپور آزاد کشمیر پاکستان حکومت وزیراعظم کے حوالے سے اجلاس منعقد ہوا جس میں اہم فیصلے کیے گئے عوام کے مسائل حل کرنے کے لیے اقدامات کیے جا رہے ہیں ترقیاتی منصوبوں پر کام جاری ہے میرپور آزاد کشمیر پاکستان حکومت وزیراعظم کے حوالے سے اجلاس منعقد ہوا جس میں اہم فیصلے کیے گئے عوام کے مسائل حل کرنے کے لیے اقدامات کیے جا رہے ہیں ترقیاتی منصوبوں پر کام جاری ہے میرپور آزاد کشمیر پاکستان حکومت وزیراعظم کے حوالے سے اجلاس منعقد ہوا جس میں اہم فیصلے کیے گئے عوام کے مسائل حل کرنے کے لیے اقدامات کیے جا رہے ہیں ترقیاتی منصوبوں پر کام جاری ہے میرپور آزاد کشمیر پاکستان حکومت وزیراعظم کے حوالے سے اجلاس منعقد ہوا جس میں اہم فیصلے کیے گئے عوام کے مسائل حل کرنے کے لیے اقدامات کیے جا رہے ہیں ترقیاتی منصوبوں پر کام جاری ہے میرپور آزاد کشمیر پاکستان حکومت وزیراعظم کے حوالے سے اجلاس منعقد ہوا جس میں اہم فیصلے کیے گئے عوام کے مسائل حل کرنے کے لیے اقدامات کیے جا رہے ہیں ترقیاتی منصوبوں پر کام جاری ہے میرپور آزاد کشمیر پاکستان حکومت وزیراعظم کے حوالے سے اجلاس منعقد ہوا جس میں اہم فیصلے کیے گئے عوام کے مسائل حل کرنے کے لیے اقدامات کیے جا رہے ہیں ترقیاتی منصوبوں پر کام جاری ہے میرپور آزاد کشمیر پاکستان حکومت وزیراعظم کے حوالے سے اجلاس منعقد ہوا جس میں اہم فیصلے کیے گئے عوام کے مسائل حل کرنے کے لیے اقدامات کیے جا رہے ہیں ترقیاتی منصوبوں پر کام جاری ہے میرپور آزاد کشمیر پاکستان حکومت وزیراعظم کے حوالے سے اجلاس منعقد ہوا جس میں اہم فیصلے کیے گئے عوام کے مسائل حل کرنے کے لیے اقدامات کیے جا رہے ہیں ترقیاتی منصوبوں پر کام جاری ہے میرپور آزاد کشمیر پاکستان حکومت وزیراعظم کے حوالے سے اجلاس منعقد ہوا جس میں اہم فیصلے کیے گئے عوام کے مسائل حل کرنے کے لیے اقدامات کیے جا رہے ہیں ترقیاتی منصوبوں پر کام جاری ہے میرپور آزاد کشمیر پاکستان حکومت وزیراعظم کے حوالے سے اجلاس منعقد ہوا جس میں اہم فیصلے کیے گئے عوام کے مسائل حل کرنے کے لیے اقدامات کیے جا رہے ہیں ترقیاتی منصوبوں پر کام جاری ہے میرپور آزاد کشمیر پاکستان حکومت وزیراعظم کے حوالے سے اجلاس منعقد ہوا جس میں اہم فیصلے کیے گئے عوام کے مسائل حل کرنے کے لیے اقدامات کیے جا رہے ہیں ترقیاتی منصوبوں پر کام جاری ہے میرپور آزاد کشمیر پاکستان حکومت وزیراعظم کے حوالے سے اجلاس منعقد ہوا جس میں اہم فیصلے کیے گئے عوام کے مسائل حل کرنے کے لیے اقدامات کیے جا رہے ہیں ترقیاتی منصوبوں پر کام جاری ہے — [168, 405, 222, 855]
story-number: 57 — [374, 51, 388, 59]
news-story — [335, 51, 389, 589]
story-number-tag — [114, 858, 165, 866]
story-number-tag — [114, 1399, 165, 1407]
news-column — [0, 11, 56, 2576]
story-number: 75 — [208, 13, 221, 21]
story-text: میرپور آزاد کشمیر پاکستان حکومت وزیراعظم کے حوالے سے اجلاس منعقد ہوا جس میں اہم فیصلے کیے گئے عوام کے مسائل حل کرنے کے لیے اقدامات کیے جا رہے ہیں ترقیاتی منصوبوں پر کام جاری ہے میرپور آزاد کشمیر پاکستان حکومت وزیراعظم کے حوالے سے اجلاس منعقد ہوا جس میں اہم فیصلے کیے گئے عوام کے مسائل حل کرنے کے لیے اقدامات کیے جا رہے ہیں ترقیاتی منصوبوں پر کام جاری ہے میرپور آزاد کشمیر پاکستان حکومت وزیراعظم کے حوالے سے اجلاس منعقد ہوا جس میں اہم فیصلے کیے گئے عوام کے مسائل حل کرنے کے لیے اقدامات کیے جا رہے ہیں ترقیاتی منصوبوں پر کام جاری ہے میرپور آزاد کشمیر پاکستان حکومت وزیراعظم کے حوالے سے اجلاس منعقد ہوا جس میں اہم فیصلے کیے گئے عوام کے مسائل حل کرنے کے لیے اقدامات کیے جا رہے ہیں ترقیاتی منصوبوں پر کام جاری ہے میرپور آزاد کشمیر پاکستان حکومت وزیراعظم کے حوالے سے اجلاس منعقد ہوا جس میں اہم فیصلے کیے گئے عوام کے مسائل حل کرنے کے لیے اقدامات کیے جا رہے ہیں ترقیاتی منصوبوں پر کام جاری ہے میرپور آزاد کشمیر پاکستان حکومت وزیراعظم کے حوالے سے اجلاس منعقد ہوا جس میں اہم فیصلے کیے گئے عوام کے مسائل حل کرنے کے لیے اقدامات کیے جا رہے ہیں ترقیاتی منصوبوں پر کام جاری ہے میرپور آزاد کشمیر پاکستان حکومت وزیراعظم کے حوالے سے اجلاس منعقد ہوا جس میں اہم فیصلے کیے گئے عوام کے مسائل حل کرنے کے لیے اقدامات کیے جا رہے ہیں ترقیاتی منصوبوں پر کام جاری ہے میرپور آزاد کشمیر پاکستان حکومت وزیراعظم کے حوالے سے اجلاس منعقد ہوا جس میں اہم فیصلے کیے گئے عوام کے مسائل حل کرنے کے لیے اقدامات کیے جا رہے ہیں ترقیاتی منصوبوں پر کام جاری ہے میرپور آزاد کشمیر پاکستان حکومت وزیراعظم کے حوالے سے اجلاس منعقد ہوا جس میں اہم فیصلے کیے گئے عوام کے مسائل حل کرنے کے لیے اقدامات کیے جا رہے ہیں ترقیاتی منصوبوں پر کام جاری ہے میرپور آزاد کشمیر پاکستان حکومت وزیراعظم کے حوالے سے اجلاس منعقد ہوا جس میں اہم فیصلے کیے گئے عوام کے مسائل حل کرنے کے لیے اقدامات کیے جا رہے ہیں ترقیاتی منصوبوں پر کام جاری ہے میرپور آزاد کشمیر پاکستان حکومت وزیراعظم کے حوالے سے اجلاس منعقد ہوا جس میں اہم فیصلے کیے گئے عوام کے مسائل حل کرنے کے لیے اقدامات کیے جا رہے ہیں ترقیاتی منصوبوں پر کام جاری ہے میرپور آزاد کشمیر پاکستان حکومت وزیراعظم کے حوالے سے اجلاس منعقد ہوا جس میں اہم فیصلے کیے گئے عوام کے مسائل حل کرنے کے لیے اقدامات کیے جا رہے ہیں ترقیاتی منصوبوں پر کام جاری ہے میرپور آزاد کشمیر پاکستان حکومت وزیراعظم کے حوالے سے اجلاس منعقد ہوا جس میں اہم فیصلے کیے گئے عوام کے مسائل حل کرنے کے لیے اقدامات کیے جا رہے ہیں ترقیاتی منصوبوں پر کام جاری ہے میرپور آزاد کشمیر پاکستان حکومت وزیراعظم کے حوالے سے اجلاس منعقد ہوا جس میں اہم فیصلے کیے گئے عوام کے مسائل حل کرنے کے لیے اقدامات کیے جا رہے ہیں ترقیاتی منصوبوں پر کام جاری ہے میرپور آزاد کشمیر پاکستان حکومت وزیراعظم کے حوالے سے اجلاس منعقد ہوا جس میں اہم فیصلے کیے گئے عوام کے مسائل حل کرنے کے لیے اقدامات کیے جا رہے ہیں ترقیاتی منصوبوں پر کام جاری ہے میرپور آزاد کشمیر پاکستان حکومت وزیراعظم کے حوالے سے اجلاس منعقد ہوا جس میں اہم فیصلے کیے گئے عوام کے مسائل حل کرنے کے لیے اقدامات کیے جا رہے ہیں ترقیاتی منصوبوں پر کام جاری ہے میرپور آزاد کشمیر پاکستان حکومت وزیراعظم کے حوالے سے اجلاس منعقد — [280, 2145, 333, 2576]
story-number-tag — [225, 1557, 277, 1565]
story-number: 55 — [430, 2372, 443, 2380]
story-text: میرپور آزاد کشمیر پاکستان حکومت وزیراعظم کے حوالے سے اجلاس منعقد ہوا جس میں اہم فیصلے کیے گئے عوام کے مسائل حل کرنے کے لیے اقدامات کیے جا رہے ہیں ترقیاتی منصوبوں پر کام جاری ہے میرپور آزاد کشمیر پاکستان حکومت وزیراعظم کے حوالے سے اجلاس منعقد ہوا جس میں اہم فیصلے کیے گئے عوام کے مسائل حل کرنے کے لیے اقدامات کیے جا رہے ہیں ترقیاتی منصوبوں پر کام جاری ہے میرپور آزاد کشمیر پاکستان حکومت وزیراعظم کے حوالے سے اجلاس منعقد ہوا جس میں اہم فیصلے کیے گئے عوام کے مسائل حل کرنے کے لیے اقدامات کیے جا رہے ہیں ترقیاتی منصوبوں پر کام جاری ہے میرپور آزاد کشمیر پاکستان حکومت وزیراعظم کے حوالے سے اجلاس منعقد ہوا جس میں اہم فیصلے کیے گئے عوام کے مسائل حل کرنے کے لیے اقدامات کیے جا رہے ہیں ترقیاتی منصوبوں پر کام جاری ہے میرپور آزاد کشمیر پاکستان حکومت وزیراعظم کے حوالے سے اجلاس منعقد ہوا جس میں اہم فیصلے کیے گئے عوام کے مسائل حل کرنے کے لیے اقدامات کیے جا رہے ہیں ترقیاتی منصوبوں پر کام جاری ہے میرپور آزاد کشمیر پاکستان حکومت وزیراعظم کے حوالے سے اجلاس منعقد ہوا جس میں اہم فیصلے کیے گئے عوام کے مسائل حل کرنے کے لیے اقدامات کیے جا رہے ہیں ترقیاتی منصوبوں پر کام جاری ہے میرپور آزاد کشمیر پاکستان حکومت وزیراعظم کے حوالے سے اجلاس منعقد ہوا جس میں اہم فیصلے کیے گئے عوام کے مسائل حل کرنے کے لیے اقدامات کیے جا رہے ہیں ترقیاتی منصوبوں پر کام جاری ہے میرپور آزاد کشمیر پاکستان حکومت وزیراعظم کے حوالے سے اجلاس منعقد ہوا جس میں اہم فیصلے کیے گئے عوام کے مسائل حل کرنے کے لیے اقدامات کیے جا رہے ہیں ترقیاتی منصوبوں پر کام جاری ہے میرپور آزاد کشمیر پاکستان حکومت وزیراعظم کے حوالے سے اجلاس منعقد ہوا جس میں اہم فیصلے کیے گئے عوام کے مسائل حل کرنے کے لیے اقدامات کیے جا رہے ہیں ترقیاتی منصوبوں پر کام جاری ہے میرپور آزاد کشمیر پاکستان حکومت وزیراعظم کے حوالے سے اجلاس منعقد ہوا جس میں اہم فیصلے کیے گئے عوام کے مسائل حل کرنے کے لیے اقدامات کیے جا رہے ہیں ترقیاتی منصوبوں پر کام جاری ہے میرپور آزاد کشمیر پاکستان حکومت وزیراعظم کے حوالے سے اجلاس منعقد ہوا جس میں اہم فیصلے کیے گئے عوام کے مسائل حل کرنے کے لیے اقدامات کیے جا رہے ہیں ترقیاتی منصوبوں پر کام جاری ہے میرپور آزاد کشمیر پاکستان حکومت وزیراعظم کے حوالے سے اجلاس منعقد ہوا جس میں اہم فیصلے کیے گئے عوام کے مسائل حل کرنے کے لیے اقدامات کیے جا رہے ہیں ترقیاتی منصوبوں پر کام جاری ہے میرپور آزاد کشمیر پاکستان حکومت وزیراعظم کے حوالے سے اجلاس منعقد ہوا جس میں اہم فیصلے کیے گئے عوام کے مسائل حل کرنے کے لیے اقدامات کیے جا رہے ہیں ترقیاتی منصوبوں پر کام جاری ہے میرپور آزاد کشمیر پاکستان حکومت وزیراعظم کے حوالے سے اجلاس منعقد ہوا جس میں اہم فیصلے کیے گئے عوام کے مسائل حل کرنے کے لیے اقدامات کیے جا رہے ہیں ترقیاتی منصوبوں پر کام جاری ہے میرپور آزاد کشمیر پاکستان حکومت وزیراعظم کے حوالے سے اجلاس منعقد ہوا جس میں اہم فیصلے کیے گئے عوام کے مسائل حل کرنے کے لیے اقدامات کیے جا رہے ہیں ترقیاتی منصوبوں پر کام جاری ہے میرپور آزاد کشمیر پاکستان حکومت وزیراعظم کے حوالے سے اجلاس منعقد ہوا جس میں اہم فیصلے کیے گئے عوام کے مسائل حل کرنے کے لیے اقدامات کیے جا رہے ہیں ترقیاتی منصوبوں پر کام جاری ہے میرپور آزاد کشمیر پاکستان حکومت وزیراعظم کے حوالے سے اجلاس منعقد ہوا جس میں اہم فیصلے کیے گئے عوام کے مسائل حل کرنے کے لیے اقدامات کیے جا رہے ہیں ترقیاتی منصوبوں پر کام جاری ہے میرپور آزاد کشمیر پاکستان حکومت وزیراعظم کے حوالے سے اجلاس منعقد ہوا جس میں اہم فیصلے کیے گئے عوام کے مسائل حل کرنے کے لیے اقدامات کیے جا رہے ہیں ترقیاتی منصوبوں پر کام جاری ہے میرپور آزاد کشمیر پاکستان حکومت وزیراعظم کے حوالے سے اجلاس منعقد ہوا جس میں اہم فیصلے کیے گئے عوام کے مسائل حل کرنے کے لیے اقدامات کیے جا رہے ہیں ترقیاتی منصوبوں پر کام جاری ہے میرپور آزاد کشمیر پاکستان حکومت وزیراعظم کے حوالے سے اجلاس منعقد ہوا جس میں اہم فیصلے کیے گئے عوام کے مسائل حل کرنے کے لیے اقدامات کیے جا رہے ہیں ترقیاتی منصوبوں پر کام جاری ہے میرپور آزاد کشمیر پاکستان حکومت وزیراعظم کے حوالے سے اجلاس منعقد ہوا جس میں اہم فیصلے کیے گئے عوام کے مسائل حل کرنے کے لیے اقدامات کیے جا رہے ہیں ترقیاتی منصوبوں پر کام جاری ہے میرپور آزاد کشمیر پاکستان حکومت وزیراعظم کے حوالے سے اجلاس منعقد ہوا جس میں اہم فیصلے کیے گئے عوام کے مسائل حل کرنے کے لیے اقدامات کیے جا رہے ہیں ترقیاتی منصوبوں پر کام جاری ہے میرپور آزاد کشمیر پاکستان حکومت وزیراعظم کے حوالے سے اجلاس منعقد ہوا جس میں اہم فیصلے کیے گئے عوام کے مسائل حل کرنے کے لیے اقدامات کیے جا رہے ہیں ترقیاتی منصوبوں پر کام جاری ہے میرپور آزاد کشمیر پاکستان حکومت وزیراعظم کے حوالے سے اجلاس منعقد ہوا جس میں اہم فیصلے کیے گئے عوام کے مسائل حل کرنے کے لیے اقدامات کیے جا رہے ہیں ترقیاتی منصوبوں پر کام جاری ہے میرپور آزاد کشمیر پاکستان حکومت وزیراعظم کے حوالے سے اجلاس منعقد ہوا جس میں اہم فیصلے کیے گئے عوام کے مسائل حل کرنے کے لیے اقدامات کیے جا رہے ہیں ترقیاتی منصوبوں پر کام جاری ہے میرپور آزاد کشمیر پاکستان حکومت وزیراعظم کے حوالے سے اجلاس منعقد ہوا جس میں اہم فیصلے کیے گئے عوام کے مسائل حل کرنے کے لیے اقدامات کیے جا رہے ہیں ترقیاتی منصوبوں پر کام جاری ہے — [2, 1183, 55, 1869]
notice-title: ادارہ پاکستان فاؤنڈیشن میرپور آزاد کشمیر — [4, 1879, 53, 1893]
story-number: 69 — [263, 13, 277, 21]
story-number: 66 — [319, 1133, 332, 1141]
story-number-tag — [58, 2256, 110, 2263]
news-story — [224, 711, 278, 1092]
news-story — [168, 2019, 222, 2576]
phone-line: ٹیلیفون: 05827-451597 — [351, 22, 398, 27]
story-number: 65 — [319, 750, 332, 757]
email-1[interactable]: dailyshaheen@gmail.com — [333, 37, 384, 42]
story-number-tag — [225, 1095, 277, 1103]
news-column — [334, 49, 390, 2576]
story-number: 71 — [263, 1095, 277, 1103]
story-text: میرپور آزاد کشمیر پاکستان حکومت وزیراعظم کے حوالے سے اجلاس منعقد ہوا جس میں اہم فیصلے کیے گئے عوام کے مسائل حل کرنے کے لیے اقدامات کیے جا رہے ہیں ترقیاتی منصوبوں پر کام جاری ہے میرپور آزاد کشمیر پاکستان حکومت وزیراعظم کے حوالے سے اجلاس منعقد ہوا جس میں اہم فیصلے کیے گئے عوام کے مسائل حل کرنے کے لیے اقدامات کیے جا رہے ہیں ترقیاتی منصوبوں پر کام جاری ہے میرپور آزاد کشمیر پاکستان حکومت وزیراعظم کے حوالے سے اجلاس منعقد ہوا جس میں اہم فیصلے کیے گئے عوام کے مسائل حل کرنے کے لیے اقدامات کیے جا رہے ہیں ترقیاتی منصوبوں پر کام جاری ہے میرپور آزاد کشمیر پاکستان حکومت وزیراعظم کے حوالے سے اجلاس منعقد ہوا جس میں اہم فیصلے کیے گئے عوام کے مسائل حل کرنے کے لیے اقدامات کیے جا رہے ہیں ترقیاتی منصوبوں پر کام جاری ہے میرپور آزاد کشمیر پاکستان حکومت وزیراعظم کے حوالے سے اجلاس منعقد ہوا جس میں اہم فیصلے کیے گئے عوام کے مسائل حل کرنے کے لیے اقدامات کیے جا رہے ہیں ترقیاتی منصوبوں پر کام جاری ہے میرپور آزاد کشمیر پاکستان حکومت وزیراعظم کے حوالے سے اجلاس منعقد ہوا جس میں اہم فیصلے کیے گئے عوام کے مسائل حل کرنے کے لیے اقدامات کیے جا رہے ہیں ترقیاتی منصوبوں پر کام جاری ہے میرپور آزاد کشمیر پاکستان حکومت وزیراعظم کے حوالے سے اجلاس منعقد ہوا جس میں اہم فیصلے کیے گئے عوام کے مسائل حل کرنے کے لیے اقدامات کیے جا رہے ہیں ترقیاتی منصوبوں پر کام جاری ہے میرپور آزاد کشمیر پاکستان حکومت وزیراعظم کے حوالے سے اجلاس منعقد ہوا جس میں اہم فیصلے کیے گئے عوام کے مسائل حل کرنے کے لیے اقدامات کیے جا رہے ہیں ترقیاتی منصوبوں پر کام جاری ہے میرپور آزاد کشمیر پاکستان حکومت وزیراعظم کے حوالے سے اجلاس منعقد ہوا جس میں اہم فیصلے کیے گئے عوام کے مسائل حل کرنے کے لیے اقدامات کیے جا رہے ہیں ترقیاتی منصوبوں پر کام جاری ہے میرپور آزاد کشمیر پاکستان حکومت وزیراعظم کے حوالے سے اجلاس منعقد ہوا جس میں اہم فیصلے کیے گئے عوام کے مسائل حل کرنے کے لیے اقدامات کیے جا رہے ہیں ترقیاتی منصوبوں پر کام جاری ہے میرپور آزاد کشمیر پاکستان حکومت وزیراعظم کے حوالے سے اجلاس منعقد ہوا جس میں اہم فیصلے کیے گئے عوام کے مسائل حل کرنے کے لیے اقدامات کیے جا رہے ہیں ترقیاتی منصوبوں پر کام جاری ہے میرپور آزاد کشمیر پاکستان حکومت وزیراعظم کے حوالے سے اجلاس منعقد ہوا جس میں اہم فیصلے کیے گئے عوام کے مسائل حل کرنے کے لیے اقدامات کیے جا رہے ہیں ترقیاتی منصوبوں پر کام جاری ہے میرپور آزاد کشمیر پاکستان حکومت وزیراعظم کے حوالے سے اجلاس منعقد ہوا جس میں اہم فیصلے کیے گئے عوام کے مسائل حل کرنے کے لیے اقدامات کیے جا رہے ہیں ترقیاتی منصوبوں پر کام جاری ہے میرپور آزاد کشمیر پاکستان حکومت وزیراعظم کے حوالے سے اجلاس منعقد ہوا جس میں اہم فیصلے کیے گئے عوام کے مسائل حل کرنے کے لیے اقدامات کیے جا رہے ہیں ترقیاتی منصوبوں پر کام جاری ہے میرپور آزاد کشمیر پاکستان حکومت وزیراعظم کے حوالے سے اجلاس منعقد ہوا جس میں اہم فیصلے کیے گئے عوام کے مسائل حل کرنے کے لیے اقدامات کیے جا رہے ہیں ترقیاتی منصوبوں پر کام جاری ہے میرپور آزاد کشمیر پاکستان حکومت وزیراعظم کے حوالے سے اجلاس منعقد ہوا جس میں اہم فیصلے کیے گئے عوام کے مسائل حل کرنے کے لیے اقدامات کیے جا رہے ہیں ترقیاتی منصوبوں پر کام جاری ہے میرپور آزاد کشمیر پاکستان حکومت وزیراعظم کے حوالے سے اجلاس منعقد ہوا جس میں اہم فیصلے کیے گئے عوام کے مسائل حل کرنے کے لیے اقدامات کیے جا رہے ہیں ترقیاتی منصوبوں پر کام جاری ہے میرپور آزاد کشمیر پاکستان حکومت وزیراعظم کے حوالے سے اجلاس منعقد ہوا جس میں اہم فیصلے کیے گئے عوام کے مسائل حل کرنے کے لیے اقدامات کیے جا رہے ہیں ترقیاتی منصوبوں پر کام جاری ہے میرپور آزاد کشمیر پاکستان حکومت وزیراعظم کے حوالے سے اجلاس منعقد ہوا جس میں اہم فیصلے کیے گئے عوام کے مسائل حل کرنے کے لیے اقدامات کیے جا رہے ہیں ترقیاتی منصوبوں پر کام جاری ہے میرپور آزاد کشمیر پاکستان حکومت وزیراعظم کے حوالے سے اجلاس منعقد ہوا جس میں اہم فیصلے کیے گئے عوام کے مسائل حل کرنے کے لیے اقدامات کیے جا رہے ہیں ترقیاتی منصوبوں پر کام جاری ہے میرپور آزاد کشمیر پاکستان حکومت وزیراعظم کے حوالے سے اجلاس منعقد ہوا جس میں اہم فیصلے کیے گئے عوام کے مسائل حل کرنے کے لیے اقدامات کیے جا رہے ہیں ترقیاتی منصوبوں پر کام جاری ہے میرپور آزاد کشمیر پاکستان حکومت وزیراعظم کے حوالے سے اجلاس منعقد ہوا جس میں اہم فیصلے کیے گئے عوام کے مسائل حل کرنے کے لیے اقدامات کیے جا رہے ہیں ترقیاتی منصوبوں پر کام جاری ہے میرپور آزاد کشمیر پاکستان حکومت وزیراعظم کے حوالے سے اجلاس منعقد ہوا جس میں اہم فیصلے کیے گئے عوام کے مسائل حل کرنے کے لیے اقدامات کیے جا رہے ہیں ترقیاتی منصوبوں پر کام جاری ہے — [113, 1409, 166, 2015]
email-label: E-mail — [314, 39, 331, 45]
story-number: 82 — [152, 858, 165, 866]
story-text: میرپور آزاد کشمیر پاکستان حکومت وزیراعظم کے حوالے سے اجلاس منعقد ہوا جس میں اہم فیصلے کیے گئے عوام کے مسائل حل کرنے کے لیے اقدامات کیے جا رہے ہیں ترقیاتی منصوبوں پر کام جاری ہے میرپور آزاد کشمیر پاکستان حکومت وزیراعظم کے حوالے سے اجلاس منعقد ہوا جس میں اہم فیصلے کیے گئے عوام کے مسائل حل کرنے کے لیے اقدامات کیے جا رہے ہیں ترقیاتی منصوبوں پر کام جاری ہے میرپور آزاد کشمیر پاکستان حکومت وزیراعظم کے حوالے سے اجلاس منعقد ہوا جس میں اہم فیصلے کیے گئے عوام کے مسائل حل کرنے کے لیے اقدامات کیے جا رہے ہیں ترقیاتی منصوبوں پر کام جاری ہے میرپور آزاد کشمیر پاکستان حکومت وزیراعظم کے حوالے سے اجلاس منعقد ہوا جس میں اہم فیصلے کیے گئے عوام کے مسائل حل کرنے کے لیے اقدامات کیے جا رہے ہیں ترقیاتی منصوبوں پر کام جاری ہے میرپور آزاد کشمیر پاکستان حکومت وزیراعظم کے حوالے سے اجلاس منعقد ہوا جس میں اہم فیصلے کیے گئے عوام کے مسائل حل کرنے کے لیے اقدامات کیے جا رہے ہیں ترقیاتی منصوبوں پر کام جاری ہے میرپور آزاد کشمیر پاکستان حکومت وزیراعظم کے حوالے سے اجلاس منعقد ہوا جس میں اہم فیصلے کیے گئے عوام کے مسائل حل کرنے کے لیے اقدامات کیے جا رہے ہیں ترقیاتی منصوبوں پر کام جاری ہے میرپور آزاد کشمیر پاکستان حکومت وزیراعظم کے حوالے سے اجلاس منعقد ہوا جس میں اہم فیصلے کیے گئے عوام کے مسائل حل کرنے کے لیے اقدامات کیے جا رہے ہیں ترقیاتی منصوبوں پر کام جاری ہے میرپور آزاد کشمیر پاکستان حکومت وزیراعظم کے حوالے سے اجلاس منعقد ہوا جس میں اہم فیصلے کیے گئے عوام کے مسائل حل کرنے کے لیے اقدامات کیے جا رہے ہیں ترقیاتی منصوبوں پر کام جاری ہے میرپور آزاد کشمیر پاکستان حکومت وزیراعظم کے حوالے سے اجلاس منعقد ہوا جس میں اہم فیصلے کیے گئے عوام کے مسائل حل کرنے کے لیے اقدامات کیے جا رہے ہیں ترقیاتی منصوبوں پر کام جاری ہے میرپور آزاد کشمیر پاکستان حکومت وزیراعظم کے حوالے سے اجلاس منعقد ہوا جس میں اہم فیصلے کیے گئے عوام کے مسائل حل کرنے کے لیے اقدامات کیے جا رہے ہیں ترقیاتی منصوبوں پر کام جاری ہے میرپور آزاد کشمیر پاکستان حکومت وزیراعظم کے حوالے سے اجلاس منعقد ہوا جس میں اہم فیصلے کیے گئے عوام کے مسائل حل کرنے کے لیے اقدامات کیے جا رہے ہیں ترقیاتی منصوبوں پر کام جاری ہے میرپور آزاد کشمیر پاکستان حکومت وزیراعظم کے حوالے سے اجلاس منعقد ہوا جس میں اہم فیصلے کیے گئے عوام کے مسائل حل کرنے کے لیے اقدامات کیے جا رہے ہیں ترقیاتی منصوبوں پر کام جاری ہے میرپور آزاد کشمیر پاکستان حکومت وزیراعظم کے حوالے سے اجلاس منعقد ہوا جس میں اہم فیصلے کیے گئے عوام کے مسائل حل کرنے کے لیے اقدامات کیے جا رہے ہیں ترقیاتی منصوبوں پر کام جاری ہے میرپور آزاد کشمیر پاکستان حکومت وزیراعظم کے حوالے سے اجلاس منعقد ہوا جس میں اہم فیصلے کیے گئے عوام کے مسائل حل کرنے کے لیے اقدامات کیے جا رہے ہیں ترقیاتی منصوبوں پر کام جاری ہے میرپور آزاد کشمیر پاکستان حکومت وزیراعظم کے حوالے سے اجلاس منعقد ہوا جس میں اہم فیصلے کیے گئے عوام کے مسائل حل کرنے کے لیے اقدامات کیے جا رہے ہیں ترقیاتی منصوبوں پر کام جاری ہے میرپور آزاد کشمیر پاکستان حکومت وزیراعظم کے حوالے سے اجلاس منعقد ہوا جس میں اہم فیصلے کیے گئے عوام کے مسائل حل کرنے کے لیے اقدامات کیے جا رہے ہیں ترقیاتی منصوبوں پر کام جاری ہے میرپور آزاد کشمیر پاکستان حکومت وزیراعظم کے حوالے سے اجلاس منعقد ہوا جس میں اہم فیصلے کیے گئے عوام کے مسائل حل کرنے کے لیے اقدامات کیے جا رہے ہیں ترقیاتی منصوبوں پر کام جاری ہے — [113, 405, 166, 855]
news-story — [168, 1399, 222, 2016]
news-story — [2, 13, 55, 551]
story-number-tag — [281, 51, 332, 59]
news-column — [222, 11, 279, 2575]
story-text: میرپور آزاد کشمیر پاکستان حکومت وزیراعظم کے حوالے سے اجلاس منعقد ہوا جس میں اہم فیصلے کیے گئے عوام کے مسائل حل کرنے کے لیے اقدامات کیے جا رہے ہیں ترقیاتی منصوبوں پر کام جاری ہے میرپور آزاد کشمیر پاکستان حکومت وزیراعظم کے حوالے سے اجلاس منعقد ہوا جس میں اہم فیصلے کیے گئے عوام کے مسائل حل کرنے کے لیے اقدامات کیے جا رہے ہیں ترقیاتی منصوبوں پر کام جاری ہے میرپور آزاد کشمیر پاکستان حکومت وزیراعظم کے حوالے سے اجلاس منعقد ہوا جس میں اہم فیصلے کیے گئے عوام کے مسائل حل کرنے کے لیے اقدامات کیے جا رہے ہیں ترقیاتی منصوبوں پر کام جاری ہے میرپور آزاد کشمیر پاکستان حکومت وزیراعظم کے حوالے سے اجلاس منعقد ہوا جس میں اہم فیصلے کیے گئے عوام کے مسائل حل کرنے کے لیے اقدامات کیے جا رہے ہیں ترقیاتی منصوبوں پر کام جاری ہے میرپور آزاد کشمیر پاکستان حکومت وزیراعظم کے حوالے سے اجلاس منعقد ہوا جس میں اہم فیصلے کیے گئے عوام کے مسائل حل کرنے کے لیے اقدامات کیے جا رہے ہیں ترقیاتی منصوبوں پر کام جاری ہے میرپور آزاد کشمیر پاکستان حکومت وزیراعظم کے حوالے سے اجلاس منعقد ہوا جس میں اہم فیصلے کیے گئے عوام کے مسائل حل کرنے کے لیے اقدامات کیے جا رہے ہیں ترقیاتی منصوبوں پر کام جاری ہے میرپور آزاد کشمیر پاکستان حکومت وزیراعظم کے حوالے سے اجلاس منعقد ہوا جس میں اہم فیصلے کیے گئے عوام کے مسائل حل کرنے کے لیے اقدامات کیے جا رہے ہیں ترقیاتی منصوبوں پر کام جاری ہے میرپور آزاد کشمیر پاکستان حکومت وزیراعظم کے حوالے سے اجلاس منعقد ہوا جس میں اہم فیصلے کیے گئے عوام کے مسائل حل کرنے کے لیے اقدامات کیے جا رہے ہیں ترقیاتی منصوبوں پر کام جاری ہے میرپور آزاد کشمیر پاکستان حکومت وزیراعظم کے حوالے سے اجلاس منعقد ہوا جس میں اہم فیصلے کیے گئے عوام کے مسائل حل کرنے کے لیے اقدامات کیے جا رہے ہیں ترقیاتی منصوبوں پر کام جاری ہے میرپور آزاد کشمیر پاکستان حکومت وزیراعظم کے حوالے سے اجلاس منعقد ہوا جس میں اہم فیصلے کیے گئے عوام کے مسائل حل کرنے کے لیے اقدامات کیے جا رہے ہیں ترقیاتی منصوبوں پر کام جاری ہے میرپور آزاد کشمیر پاکستان حکومت وزیراعظم کے حوالے سے اجلاس منعقد ہوا جس میں اہم فیصلے کیے گئے عوام کے مسائل حل کرنے کے لیے اقدامات کیے جا رہے ہیں ترقیاتی منصوبوں پر کام جاری ہے میرپور آزاد کشمیر پاکستان حکومت وزیراعظم کے حوالے سے اجلاس منعقد ہوا جس میں اہم فیصلے کیے گئے عوام کے مسائل حل کرنے کے لیے اقدامات کیے جا رہے ہیں ترقیاتی منصوبوں پر کام جاری ہے میرپور آزاد کشمیر پاکستان حکومت وزیراعظم کے حوالے سے اجلاس منعقد ہوا جس میں اہم فیصلے کیے گئے عوام کے مسائل حل کرنے کے لیے اقدامات کیے جا رہے ہیں ترقیاتی منصوبوں پر کام جاری ہے میرپور آزاد کشمیر پاکستان حکومت وزیراعظم کے حوالے سے اجلاس منعقد ہوا جس میں اہم فیصلے کیے گئے عوام کے مسائل حل کرنے کے لیے اقدامات کیے جا رہے ہیں ترقیاتی منصوبوں پر کام جاری ہے میرپور آزاد کشمیر پاکستان حکومت وزیراعظم کے حوالے سے اجلاس منعقد ہوا جس میں اہم فیصلے کیے گئے عوام کے مسائل حل کرنے کے لیے اقدامات کیے جا رہے ہیں ترقیاتی منصوبوں پر کام جاری ہے میرپور آزاد کشمیر پاکستان حکومت وزیراعظم کے حوالے سے اجلاس منعقد ہوا جس میں اہم فیصلے کیے گئے عوام کے مسائل حل کرنے کے لیے اقدامات کیے جا رہے ہیں ترقیاتی منصوبوں پر کام جاری ہے میرپور آزاد کشمیر پاکستان حکومت وزیراعظم کے حوالے سے اجلاس منعقد ہوا جس میں اہم فیصلے کیے گئے عوام کے مسائل حل کرنے کے لیے اقدامات کیے جا رہے ہیں ترقیاتی منصوبوں پر کام جاری ہے میرپور آزاد کشمیر پاکستان حکومت وزیراعظم کے حوالے سے اجلاس منعقد ہوا جس میں اہم فیصلے کیے گئے عوام کے مسائل حل کرنے کے لیے اقدامات کیے جا رہے ہیں ترقیاتی منصوبوں پر کام جاری ہے میرپور آزاد کشمیر پاکستان حکومت وزیراعظم کے حوالے سے اجلاس منعقد ہوا جس میں اہم فیصلے کیے گئے عوام کے مسائل حل کرنے کے لیے اقدامات کیے جا رہے ہیں ترقیاتی منصوبوں پر کام جاری ہے میرپور آزاد کشمیر پاکستان حکومت وزیراعظم کے حوالے سے اجلاس منعقد ہوا جس میں اہم فیصلے کیے گئے عوام کے مسائل حل کرنے کے لیے اقدامات کیے جا رہے ہیں ترقیاتی منصوبوں پر کام جاری ہے میرپور آزاد کشمیر پاکستان حکومت وزیراعظم کے حوالے سے اجلاس منعقد ہوا جس میں اہم فیصلے کیے گئے عوام کے مسائل حل کرنے کے لیے اقدامات کیے جا رہے ہیں ترقیاتی منصوبوں پر کام جاری ہے میرپور آزاد کشمیر پاکستان حکومت وزیراعظم کے حوالے سے اجلاس منعقد ہوا جس میں اہم فیصلے کیے گئے عوام کے مسائل حل کرنے کے لیے اقدامات کیے جا رہے ہیں ترقیاتی منصوبوں پر کام جاری ہے میرپور آزاد کشمیر پاکستان حکومت وزیراعظم کے حوالے سے اجلاس منعقد ہوا جس میں اہم فیصلے کیے گئے عوام کے مسائل حل کرنے کے لیے اقدامات کیے جا رہے ہیں ترقیاتی منصوبوں پر کام جاری ہے میرپور آزاد کشمیر پاکستان حکومت وزیراعظم کے حوالے سے اجلاس منعقد ہوا جس میں اہم فیصلے کیے گئے عوام کے مسائل حل کرنے کے لیے اقدامات کیے جا رہے ہیں ترقیاتی منصوبوں پر کام جاری ہے میرپور آزاد کشمیر پاکستان حکومت وزیراعظم کے حوالے سے اجلاس منعقد ہوا جس میں اہم فیصلے کیے گئے عوام کے مسائل حل کرنے کے لیے اقدامات کیے جا رہے ہیں ترقیاتی منصوبوں پر کام جاری ہے میرپور آزاد کشمیر پاکستان حکومت وزیراعظم کے حوالے سے اجلاس منعقد ہوا جس میں اہم فیصلے کیے گئے عوام کے مسائل حل کرنے کے لیے اقدامات کیے جا رہے ہیں ترقیاتی منصوبوں پر کام جاری ہے — [224, 22, 278, 708]
story-text: میرپور آزاد کشمیر پاکستان حکومت وزیراعظم کے حوالے سے اجلاس منعقد ہوا جس میں اہم فیصلے کیے گئے عوام کے مسائل حل کرنے کے لیے اقدامات کیے جا رہے ہیں ترقیاتی منصوبوں پر کام جاری ہے میرپور آزاد کشمیر پاکستان حکومت وزیراعظم کے حوالے سے اجلاس منعقد ہوا جس میں اہم فیصلے کیے گئے عوام کے مسائل حل کرنے کے لیے اقدامات کیے جا رہے ہیں ترقیاتی منصوبوں پر کام جاری ہے میرپور آزاد کشمیر پاکستان حکومت وزیراعظم کے حوالے سے اجلاس منعقد ہوا جس میں اہم فیصلے کیے گئے عوام کے مسائل حل کرنے کے لیے اقدامات کیے جا رہے ہیں ترقیاتی منصوبوں پر کام جاری ہے میرپور آزاد کشمیر پاکستان حکومت وزیراعظم کے حوالے سے اجلاس منعقد ہوا جس میں اہم فیصلے کیے گئے عوام کے مسائل حل کرنے کے لیے اقدامات کیے جا رہے ہیں ترقیاتی منصوبوں پر کام جاری ہے میرپور آزاد کشمیر پاکستان حکومت وزیراعظم کے حوالے سے اجلاس منعقد ہوا جس میں اہم فیصلے کیے گئے عوام کے مسائل حل کرنے کے لیے اقدامات کیے جا رہے ہیں ترقیاتی منصوبوں پر کام جاری ہے میرپور آزاد کشمیر پاکستان حکومت وزیراعظم کے حوالے سے اجلاس منعقد ہوا جس میں اہم فیصلے کیے گئے عوام کے مسائل حل کرنے کے لیے اقدامات کیے جا رہے ہیں ترقیاتی منصوبوں پر کام جاری ہے میرپور آزاد کشمیر پاکستان حکومت وزیراعظم کے حوالے سے اجلاس منعقد ہوا جس میں اہم فیصلے کیے گئے عوام کے مسائل حل کرنے کے لیے اقدامات کیے جا رہے ہیں ترقیاتی منصوبوں پر کام جاری ہے میرپور آزاد کشمیر پاکستان حکومت وزیراعظم کے حوالے سے اجلاس منعقد ہوا جس میں اہم فیصلے کیے گئے عوام کے مسائل حل کرنے کے لیے اقدامات کیے جا رہے ہیں ترقیاتی منصوبوں پر کام جاری ہے میرپور آزاد کشمیر پاکستان حکومت وزیراعظم کے حوالے سے اجلاس منعقد ہوا جس میں اہم فیصلے کیے گئے عوام کے مسائل حل کرنے کے لیے اقدامات کیے جا رہے ہیں ترقیاتی منصوبوں پر کام جاری ہے میرپور آزاد کشمیر پاکستان حکومت وزیراعظم کے حوالے سے اجلاس منعقد ہوا جس میں اہم فیصلے کیے گئے عوام کے مسائل حل کرنے کے لیے اقدامات کیے جا رہے ہیں ترقیاتی منصوبوں پر کام جاری ہے میرپور آزاد کشمیر پاکستان حکومت وزیراعظم کے حوالے سے اجلاس منعقد ہوا جس میں اہم فیصلے کیے گئے عوام کے مسائل حل کرنے کے لیے اقدامات کیے جا رہے ہیں ترقیاتی منصوبوں پر کام جاری ہے میرپور آزاد کشمیر پاکستان حکومت وزیراعظم کے حوالے سے اجلاس منعقد ہوا جس میں اہم فیصلے کیے گئے عوام کے مسائل حل کرنے کے لیے اقدامات کیے جا رہے ہیں ترقیاتی منصوبوں پر کام جاری ہے میرپور آزاد کشمیر پاکستان حکومت وزیراعظم کے حوالے سے اجلاس منعقد ہوا جس میں اہم فیصلے کیے گئے عوام کے مسائل حل کرنے کے لیے اقدامات کیے جا رہے ہیں ترقیاتی منصوبوں پر کام جاری ہے میرپور آزاد کشمیر پاکستان حکومت وزیراعظم کے حوالے سے اجلاس منعقد ہوا جس میں اہم فیصلے کیے گئے عوام کے مسائل حل کرنے کے لیے اقدامات کیے جا رہے ہیں ترقیاتی منصوبوں پر کام جاری ہے میرپور آزاد کشمیر پاکستان حکومت وزیراعظم کے حوالے سے اجلاس منعقد ہوا جس میں اہم فیصلے کیے گئے عوام کے مسائل حل کرنے کے لیے اقدامات کیے جا رہے ہیں ترقیاتی منصوبوں پر کام جاری ہے میرپور آزاد کشمیر پاکستان حکومت وزیراعظم کے حوالے سے اجلاس منعقد ہوا جس میں اہم فیصلے کیے گئے عوام کے مسائل حل کرنے کے لیے اقدامات کیے جا رہے ہیں ترقیاتی منصوبوں پر کام جاری ہے میرپور آزاد کشمیر پاکستان حکومت وزیراعظم کے حوالے سے اجلاس منعقد ہوا جس میں اہم فیصلے کیے گئے عوام کے مسائل حل کرنے کے لیے اقدامات کیے جا رہے ہیں ترقیاتی منصوبوں پر کام جاری ہے میرپور آزاد کشمیر پاکستان حکومت وزیراعظم کے حوالے سے اجلاس منعقد ہوا جس میں اہم فیصلے کیے گئے عوام کے مسائل حل کرنے کے لیے اقدامات کیے جا — [224, 2107, 278, 2575]
news-story — [113, 858, 166, 1396]
story-number: 87 — [96, 13, 110, 21]
news-story — [224, 13, 278, 708]
story-text: میرپور آزاد کشمیر پاکستان حکومت وزیراعظم کے حوالے سے اجلاس منعقد ہوا جس میں اہم فیصلے کیے گئے عوام کے مسائل حل کرنے کے لیے اقدامات کیے جا رہے ہیں ترقیاتی منصوبوں پر کام جاری ہے میرپور آزاد کشمیر پاکستان حکومت وزیراعظم کے حوالے سے اجلاس منعقد ہوا جس میں اہم فیصلے کیے گئے عوام کے مسائل حل کرنے کے لیے اقدامات کیے جا رہے ہیں ترقیاتی منصوبوں پر کام جاری ہے میرپور آزاد کشمیر پاکستان حکومت وزیراعظم کے حوالے سے اجلاس منعقد ہوا جس میں اہم فیصلے کیے گئے عوام کے مسائل حل کرنے کے لیے اقدامات کیے جا رہے ہیں ترقیاتی منصوبوں پر کام جاری ہے میرپور آزاد کشمیر پاکستان حکومت وزیراعظم کے حوالے سے اجلاس منعقد ہوا جس میں اہم فیصلے کیے گئے عوام کے مسائل حل کرنے کے لیے اقدامات کیے جا رہے ہیں ترقیاتی منصوبوں پر کام جاری ہے میرپور آزاد کشمیر پاکستان حکومت وزیراعظم کے حوالے سے اجلاس منعقد ہوا جس میں اہم فیصلے کیے گئے عوام کے مسائل حل کرنے کے لیے اقدامات کیے جا رہے ہیں ترقیاتی منصوبوں پر کام جاری ہے میرپور آزاد کشمیر پاکستان حکومت وزیراعظم کے حوالے سے اجلاس منعقد ہوا جس میں اہم فیصلے کیے گئے عوام کے مسائل حل کرنے کے لیے اقدامات کیے جا رہے ہیں ترقیاتی منصوبوں پر کام جاری ہے میرپور آزاد کشمیر پاکستان حکومت وزیراعظم کے حوالے سے اجلاس منعقد ہوا جس میں اہم فیصلے کیے گئے عوام کے مسائل حل کرنے کے لیے اقدامات کیے جا رہے ہیں ترقیاتی منصوبوں پر کام جاری ہے میرپور آزاد کشمیر پاکستان حکومت وزیراعظم کے حوالے سے اجلاس منعقد ہوا جس میں اہم فیصلے کیے گئے عوام کے مسائل حل کرنے کے لیے اقدامات کیے جا رہے ہیں ترقیاتی منصوبوں پر کام جاری ہے میرپور آزاد کشمیر پاکستان حکومت وزیراعظم کے حوالے سے اجلاس منعقد ہوا جس میں اہم فیصلے کیے گئے عوام کے مسائل حل کرنے کے لیے اقدامات کیے جا رہے ہیں ترقیاتی منصوبوں پر کام جاری ہے میرپور آزاد کشمیر پاکستان حکومت وزیراعظم کے حوالے سے اجلاس منعقد ہوا جس میں اہم فیصلے کیے گئے عوام کے مسائل حل کرنے کے لیے اقدامات کیے جا رہے ہیں ترقیاتی منصوبوں پر کام جاری ہے میرپور آزاد کشمیر پاکستان حکومت وزیراعظم کے حوالے سے اجلاس منعقد ہوا جس میں اہم فیصلے کیے گئے عوام کے مسائل حل کرنے کے لیے اقدامات کیے جا رہے ہیں ترقیاتی منصوبوں پر کام جاری ہے میرپور آزاد کشمیر پاکستان حکومت وزیراعظم کے حوالے سے اجلاس منعقد ہوا جس میں اہم فیصلے کیے گئے عوام کے مسائل حل کرنے کے لیے اقدامات کیے جا رہے ہیں ترقیاتی منصوبوں پر کام جاری ہے میرپور آزاد کشمیر پاکستان حکومت وزیراعظم کے حوالے سے اجلاس منعقد ہوا جس میں اہم فیصلے کیے گئے عوام کے مسائل حل کرنے کے لیے اقدامات کیے جا رہے ہیں ترقیاتی منصوبوں پر کام جاری ہے میرپور آزاد کشمیر پاکستان حکومت وزیراعظم کے حوالے سے اجلاس منعقد ہوا جس میں اہم فیصلے کیے گئے عوام کے مسائل حل کرنے کے لیے اقدامات کیے جا رہے ہیں ترقیاتی منصوبوں پر کام جاری ہے میرپور آزاد کشمیر پاکستان حکومت وزیراعظم کے حوالے سے اجلاس منعقد ہوا جس میں اہم فیصلے کیے گئے عوام کے مسائل حل کرنے کے لیے اقدامات کیے جا رہے ہیں ترقیاتی منصوبوں پر کام جاری ہے میرپور آزاد کشمیر پاکستان حکومت وزیراعظم کے حوالے سے اجلاس منعقد ہوا جس میں اہم فیصلے کیے گئے عوام کے مسائل حل کرنے کے لیے اقدامات کیے جا رہے ہیں ترقیاتی منصوبوں پر کام جاری ہے میرپور آزاد کشمیر پاکستان حکومت وزیراعظم کے حوالے سے اجلاس منعقد ہوا جس میں اہم فیصلے کیے گئے عوام کے مسائل حل کرنے کے لیے اقدامات کیے جا رہے ہیں ترقیاتی منصوبوں پر کام جاری ہے میرپور آزاد کشمیر پاکستان حکومت وزیراعظم کے حوالے سے اجلاس منعقد ہوا جس میں اہم فیصلے کیے گئے عوام کے مسائل حل کرنے کے لیے اقدامات کیے جا رہے ہیں ترقیاتی منصوبوں پر کام جاری ہے میرپور آزاد کشمیر پاکستان حکومت وزیراعظم کے حوالے سے اجلاس منعقد ہوا جس میں اہم فیصلے کیے گئے عوام کے مسائل حل کرنے کے لیے اقدامات کیے جا رہے ہیں ترقیاتی منصوبوں پر کام جاری ہے میرپور آزاد کشمیر پاکستان حکومت وزیراعظم کے حوالے سے اجلاس منعقد ہوا جس میں اہم فیصلے کیے گئے عوام کے مسائل حل کرنے کے لیے اقدامات کیے جا رہے ہیں ترقیاتی منصوبوں پر کام جاری ہے میرپور آزاد کشمیر پاکستان حکومت وزیراعظم کے حوالے سے اجلاس منعقد ہوا جس میں اہم فیصلے کیے گئے عوام کے مسائل حل کرنے کے لیے اقدامات کیے جا رہے ہیں ترقیاتی منصوبوں پر کام جاری ہے میرپور آزاد کشمیر پاکستان حکومت وزیراعظم کے حوالے سے اجلاس منعقد ہوا جس میں اہم فیصلے کیے گئے عوام کے مسائل حل کرنے کے لیے اقدامات کیے جا رہے ہیں ترقیاتی منصوبوں پر کام جاری ہے میرپور آزاد کشمیر پاکستان حکومت وزیراعظم کے حوالے سے اجلاس منعقد ہوا جس میں اہم فیصلے کیے گئے عوام کے مسائل حل کرنے کے لیے اقدامات کیے جا رہے ہیں ترقیاتی منصوبوں پر کام جاری ہے — [168, 1409, 222, 2015]
story-number-tag — [336, 592, 388, 600]
story-number-tag — [169, 2019, 221, 2027]
editor-line: ایڈیٹر شاہد مشتاق — [406, 36, 439, 41]
story-number: 60 — [374, 1910, 388, 1918]
story-number-tag — [225, 2098, 277, 2106]
